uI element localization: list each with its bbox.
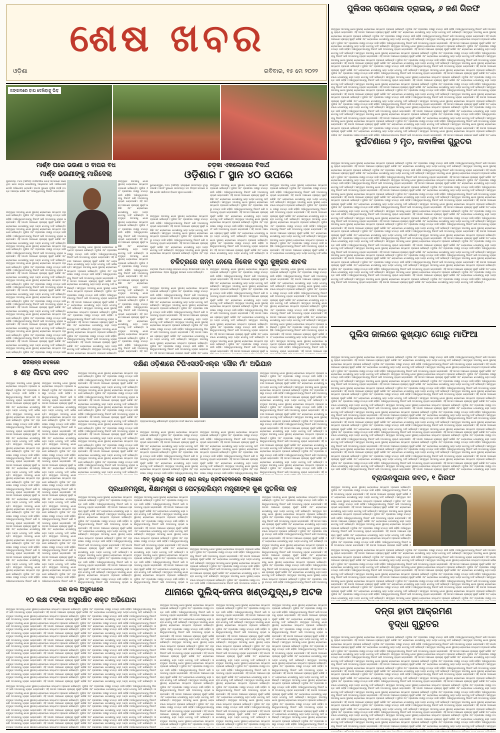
a4-body-text: ଗ୍ରାହକମାନଙ୍କୁ ସୌରଶକ୍ତି ବ୍ୟବହାର ପାଇଁ ସଚେତନ କରାଯାଉଛି। — [140, 420, 206, 423]
r5-sub: ବୃଦ୍ଧା ଗୁରୁତର — [388, 620, 439, 630]
a2-headline: ଚଡ଼କା ଏକଲେଖରେ ବିଦାର୍ଥ — [207, 162, 270, 169]
a7-headline: ୫ ଶହ ଲିଟର ଜବତ — [13, 368, 69, 377]
crowd-scene-2 — [113, 85, 220, 160]
a9-body-2: ସମ୍ପୃକ୍ତ ଘଟଣାକୁ ନେଇ ସ୍ଥାନୀୟ ଲୋକମାନେ ଉଦ୍‌ବେଗ ପ୍ରକାଶ କରିଛନ୍ତି। ପୁଲିସ ଏବଂ ପ୍ରଶାସନ ପକ୍ଷରୁ ତଦନ୍ତ ଜାରି ରହିଛି। ଅଭିଯୁକ୍ତମାନଙ୍କୁ ଗିରଫ କରି ଅଦାଲତକୁ ଚାଲାଣ କରାଯାଇଛି। ଏହି ଘଟଣା ଅଞ୍ଚଳରେ ଚାଞ୍ଚଲ୍ୟ ସୃଷ୍ଟି କରିଛି ଏବଂ ଲୋକମାନେ ଦୋଷୀଙ୍କୁ କଡ଼ା ଦଣ୍ଡ ଦେବାକୁ ଦାବି କରିଛନ୍ତି। ସମ୍ପୃକ୍ତ ଘଟଣାକୁ ନେଇ ସ୍ଥାନୀୟ ଲୋକମାନେ ଉଦ୍‌ବେଗ ପ୍ରକାଶ କରିଛନ୍ତି। ପୁଲିସ ଏବଂ ପ୍ରଶାସନ ପକ୍ଷରୁ ତଦନ୍ତ ଜାରି ରହିଛି। ଅଭିଯୁକ୍ତମାନଙ୍କୁ ଗିରଫ କରି ଅଦାଲତକୁ ଚାଲାଣ କରାଯାଇଛି। ଏହି ଘଟଣା ଅଞ୍ଚଳରେ ଚାଞ୍ଚଲ୍ୟ ସୃଷ୍ଟି କରିଛି ଏବଂ ଲୋକମାନେ ଦୋଷୀଙ୍କୁ କଡ଼ା ଦଣ୍ଡ ଦେବାକୁ ଦାବି କରିଛନ୍ତି। ସମ୍ପୃକ୍ତ ଘଟଣାକୁ ନେଇ ସ୍ଥାନୀୟ ଲୋକମାନେ ଉଦ୍‌ବେଗ ପ୍ରକାଶ କରିଛନ୍ତି। ପୁଲିସ ଏବଂ ପ୍ରଶାସନ ପକ୍ଷରୁ ତଦନ୍ତ ଜାରି ରହିଛି। ଅଭିଯୁକ୍ତମାନଙ୍କୁ ଗିରଫ କରି ଅଦାଲତକୁ ଚାଲାଣ କରାଯାଇଛି। ଏହି ଘଟଣା ଅଞ୍ଚଳରେ ଚାଞ୍ଚଲ୍ୟ ସୃଷ୍ଟି କରିଛି ଏବଂ ଲୋକମାନେ ଦୋଷୀଙ୍କୁ କଡ଼ା ଦଣ୍ଡ ଦେବାକୁ ଦାବି କରିଛନ୍ତି। ସମ୍ପୃକ୍ତ ଘଟଣାକୁ ନେଇ ସ୍ଥାନୀୟ ଲୋକମାନେ ଉଦ୍‌ବେଗ ପ୍ରକାଶ କରିଛନ୍ତି। ପୁଲିସ ଏବଂ ପ୍ରଶାସନ ପକ୍ଷରୁ ତଦନ୍ତ ଜାରି ରହିଛି। ଅଭିଯୁକ୍ତମାନଙ୍କୁ ଗିରଫ କରି ଅଦାଲତକୁ ଚାଲାଣ କରାଯାଇଛି। ଏହି ଘଟଣା ଅଞ୍ଚଳରେ ଚାଞ୍ଚଲ୍ୟ ସୃଷ୍ଟି କରିଛି ଏବଂ ଲୋକମାନେ ଦୋଷୀଙ୍କୁ କଡ଼ା ଦଣ୍ଡ ଦେବାକୁ ଦାବି କରିଛନ୍ତି। ସମ୍ପୃକ୍ତ ଘଟଣାକୁ ନେଇ ସ୍ଥାନୀୟ ଲୋକମାନେ ଉଦ୍‌ବେଗ ପ୍ରକାଶ କରିଛନ୍ତି। ପୁଲିସ ଏବଂ ପ୍ରଶାସନ ପକ୍ଷରୁ ତଦନ୍ତ ଜାରି ରହିଛି। ଅଭିଯୁକ୍ତମାନଙ୍କୁ ଗିରଫ କରି ଅଦାଲତକୁ ଚାଲାଣ କରାଯାଇଛି। ଏହି ଘଟଣା ଅଞ୍ଚଳରେ ଚାଞ୍ଚଲ୍ୟ ସୃଷ୍ଟି କରିଛି ଏବଂ ଲୋକମାନେ ଦୋଷୀଙ୍କୁ କଡ଼ା ଦଣ୍ଡ ଦେବାକୁ ଦାବି କରିଛନ୍ତି। ସମ୍ପୃକ୍ତ ଘଟଣାକୁ ନେଇ ସ୍ଥାନୀୟ ଲୋକମାନେ ଉଦ୍‌ବେଗ ପ୍ରକାଶ କରିଛନ୍ତି। ପୁଲିସ ଏବଂ ପ୍ରଶାସନ ପକ୍ଷରୁ ତଦନ୍ତ ଜାରି ରହିଛି। ଅଭିଯୁକ୍ତମାନଙ୍କୁ ଗିରଫ କରି ଅଦାଲତକୁ ଚାଲାଣ କରାଯାଇଛି। ଏହି ଘଟଣା ଅଞ୍ଚଳରେ ଚାଞ୍ଚଲ୍ୟ ସୃଷ୍ଟି କରିଛି ଏବଂ ଲୋକମାନେ ଦୋଷୀଙ୍କୁ କଡ଼ା ଦଣ୍ଡ ଦେବାକୁ ଦାବି କରିଛନ୍ତି। ସମ୍ପୃକ୍ତ ଘଟଣାକୁ ନେଇ ସ୍ଥାନୀୟ ଲୋକମାନେ ଉଦ୍‌ବେଗ ପ୍ରକାଶ କରିଛନ୍ତି। ପୁଲିସ ଏବଂ ପ୍ରଶାସନ ପକ୍ଷରୁ ତଦ — [216, 604, 270, 727]
a7-kicker: ଭିଜିଲାନ୍ସ କବଳରେ — [22, 360, 60, 366]
a4-headline: ଦକ୍ଷିଣ ଓଡ଼ିଶାରେ ଟିପିଏସଓଡିଏଲ୍‌ର 'ସୌର ମାଁ' ଅଭିଯାନ — [133, 360, 272, 368]
a4-body-2: ସମ୍ପୃକ୍ତ ଘଟଣାକୁ ନେଇ ସ୍ଥାନୀୟ ଲୋକମାନେ ଉଦ୍‌ବେଗ ପ୍ରକାଶ କରିଛନ୍ତି। ପୁଲିସ ଏବଂ ପ୍ରଶାସନ ପକ୍ଷରୁ ତଦନ୍ତ ଜାରି ରହିଛି। ଅଭିଯୁକ୍ତମାନଙ୍କୁ ଗିରଫ କରି ଅଦାଲତକୁ ଚାଲାଣ କରାଯାଇଛି। ଏହି ଘଟଣା ଅଞ୍ଚଳରେ ଚାଞ୍ଚଲ୍ୟ ସୃଷ୍ଟି କରିଛି ଏବଂ ଲୋକମାନେ ଦୋଷୀଙ୍କୁ କଡ଼ା ଦଣ୍ଡ ଦେବାକୁ ଦାବି କରିଛନ୍ତି। ସମ୍ପୃକ୍ତ ଘଟଣାକୁ ନେଇ ସ୍ଥାନୀୟ ଲୋକମାନେ ଉଦ୍‌ବେଗ ପ୍ରକାଶ କରିଛନ୍ତି। ପୁଲିସ ଏବଂ ପ୍ରଶାସନ ପକ୍ଷରୁ ତଦନ୍ତ ଜାରି ରହିଛି। ଅଭିଯୁକ୍ତମାନଙ୍କୁ ଗିରଫ କରି ଅଦାଲତକୁ ଚାଲାଣ କରାଯାଇଛି। ଏହି ଘଟଣା ଅଞ୍ଚଳରେ ଚାଞ୍ଚଲ୍ୟ ସୃଷ୍ଟି କରିଛି ଏବଂ ଲୋକମାନେ ଦୋଷୀଙ୍କୁ କଡ଼ା ଦଣ୍ଡ ଦେବାକୁ ଦାବି କରିଛନ୍ତି। ସମ୍ପୃକ୍ତ ଘଟଣାକୁ ନେଇ ସ୍ଥାନୀୟ ଲୋକମାନେ ଉଦ୍‌ବେଗ ପ୍ରକାଶ କରିଛନ୍ତି। ପୁଲିସ ଏବଂ ପ୍ରଶାସନ ପକ୍ଷରୁ ତଦନ୍ତ ଜାରି ରହିଛି। ଅଭିଯୁକ୍ତମାନଙ୍କୁ ଗିର — [140, 431, 198, 475]
masthead-title: ଶେଷ ଖବର — [69, 15, 266, 60]
a2-body-2: ସମ୍ପୃକ୍ତ ଘଟଣାକୁ ନେଇ ସ୍ଥାନୀୟ ଲୋକମାନେ ଉଦ୍‌ବେଗ ପ୍ରକାଶ କରିଛନ୍ତି। ପୁଲିସ ଏବଂ ପ୍ରଶାସନ ପକ୍ଷରୁ ତଦନ୍ତ ଜାରି ରହିଛି। ଅଭିଯୁକ୍ତମାନଙ୍କୁ ଗିରଫ କରି ଅଦାଲତକୁ ଚାଲାଣ କରାଯାଇଛି। ଏହି ଘଟଣା ଅଞ୍ଚଳରେ ଚାଞ୍ଚଲ୍ୟ ସୃଷ୍ଟି କରିଛି ଏବଂ ଲୋକମାନେ ଦୋଷୀଙ୍କୁ କଡ଼ା ଦଣ୍ଡ ଦେବାକୁ ଦାବି କରିଛନ୍ତି। ସମ୍ପୃକ୍ତ ଘଟଣାକୁ ନେଇ ସ୍ଥାନୀୟ ଲୋକମାନେ ଉଦ୍‌ବେଗ ପ୍ରକାଶ କରିଛନ୍ତି। ପୁଲିସ ଏବଂ ପ୍ରଶାସନ ପକ୍ଷରୁ ତଦନ୍ତ ଜାରି ରହିଛି। ଅଭିଯୁକ୍ତମାନଙ୍କୁ ଗିରଫ କରି ଅଦାଲତକୁ ଚାଲାଣ କରାଯାଇଛି। ଏହି ଘଟଣା ଅଞ୍ଚଳରେ ଚାଞ୍ଚଲ୍ୟ ସୃଷ୍ଟି କରିଛି ଏବଂ ଲୋକମାନେ ଦୋଷୀଙ୍କୁ କଡ଼ା ଦଣ୍ଡ ଦେବାକୁ ଦାବି କରିଛନ୍ତି। ସମ୍ପୃକ୍ତ ଘଟଣାକୁ ନେଇ ସ୍ଥାନୀୟ ଲୋକମାନେ ଉଦ୍‌ବେଗ ପ୍ରକାଶ କରିଛନ୍ତି। ପୁଲିସ ଏବଂ ପ୍ରଶାସନ ପକ୍ଷରୁ ତଦନ୍ତ ଜାରି ରହିଛି। ଅଭିଯୁକ୍ତମାନଙ୍କୁ ଗିରଫ କରି ଅଦାଲତକୁ ଚାଲାଣ କରାଯାଇଛି। ଏହି ଘଟଣା ଅଞ୍ଚଳରେ ଚାଞ୍ଚଲ୍ୟ ସୃଷ୍ଟି କରିଛି ଏବଂ ଲୋକମାନେ ଦୋଷୀଙ୍କୁ କଡ଼ା ଦଣ୍ଡ ଦେବାକୁ ଦାବି କରିଛନ୍ତି। ସମ୍ପୃକ୍ତ ଘଟଣାକୁ ନେଇ ସ୍ଥାନୀୟ ଲୋକମାନେ ଉଦ୍‌ବେଗ ପ୍ରକାଶ କରିଛନ୍ତି। ପୁଲିସ ଏବଂ ପ୍ରଶାସନ ପକ୍ଷରୁ ତଦନ୍ତ ଜାରି ରହିଛି। ଅଭିଯୁକ୍ତମାନଙ୍କୁ ଗିରଫ କରି ଅଦାଲତକୁ ଚାଲାଣ କରାଯାଇଛି। ଏହି ଘଟଣା ଅଞ୍ଚଳରେ ଚାଞ୍ଚଲ୍ୟ ସୃଷ୍ଟି କରିଛି ଏବଂ ଲୋକମାନେ ଦୋଷୀଙ୍କୁ କଡ଼ା ଦଣ୍ଡ ଦେବାକୁ ଦାବି କରିଛନ୍ତି। ସ — [210, 184, 268, 255]
r4-body-2: ସମ୍ପୃକ୍ତ ଘଟଣାକୁ ନେଇ ସ୍ଥାନୀୟ ଲୋକମାନେ ଉଦ୍‌ବେଗ ପ୍ରକାଶ କରିଛନ୍ତି। ପୁଲିସ ଏବଂ ପ୍ରଶାସନ ପକ୍ଷରୁ ତଦନ୍ତ ଜାରି ରହିଛି। ଅଭିଯୁକ୍ତମାନଙ୍କୁ ଗିରଫ କରି ଅଦାଲତକୁ ଚାଲାଣ କରାଯାଇଛି। ଏହି ଘଟଣା ଅଞ୍ଚଳରେ ଚାଞ୍ଚଲ୍ୟ ସୃଷ୍ଟି କରିଛି ଏବଂ ଲୋକମାନେ ଦୋଷୀଙ୍କୁ କଡ଼ା ଦଣ୍ଡ ଦେବାକୁ ଦାବି କରିଛନ୍ତି। ସମ୍ପୃକ୍ତ ଘଟଣାକୁ ନେଇ ସ୍ଥାନୀୟ ଲୋକମାନେ ଉଦ୍‌ବେଗ ପ୍ରକାଶ କରିଛନ୍ତି। ପୁଲିସ ଏବଂ ପ୍ରଶାସନ ପକ୍ଷରୁ ତଦନ୍ତ ଜାରି ରହିଛି। ଅଭିଯୁକ୍ତମାନଙ୍କୁ ଗିରଫ କରି ଅଦାଲତକୁ ଚାଲାଣ କରାଯାଇଛି। ଏହି ଘଟଣା ଅଞ୍ଚଳରେ ଚାଞ୍ଚଲ୍ୟ ସୃଷ୍ଟି କରିଛି ଏବଂ ଲୋକମାନେ ଦୋଷୀଙ୍କୁ କଡ଼ା ଦଣ୍ଡ ଦେବାକୁ ଦାବି କରିଛନ୍ତି। ସମ୍ପୃକ୍ତ ଘଟଣାକୁ ନେଇ ସ୍ଥାନୀୟ ଲୋକମାନେ ଉଦ୍‌ବେଗ ପ୍ରକାଶ କରିଛନ୍ତି। ପୁଲିସ ଏବଂ ପ୍ରଶାସନ ପକ୍ଷରୁ ତଦନ୍ତ ଜାରି ରହିଛି। ଅଭିଯୁକ୍ତମାନଙ୍କୁ ଗିରଫ କରି ଅଦାଲତକୁ ଚାଲାଣ କରାଯାଇଛି। ଏହି ଘଟଣା ଅଞ୍ଚଳରେ ଚାଞ୍ଚଲ୍ୟ ସୃଷ୍ଟି କରିଛି ଏବଂ ଲୋକମାନେ ଦୋଷୀଙ୍କୁ କଡ଼ା ଦଣ୍ଡ ଦେବାକୁ ଦାବି କରିଛନ୍ତି। ସମ୍ପୃକ୍ତ ଘଟଣାକୁ ନେଇ ସ୍ଥାନୀୟ ଲୋକମାନେ ଉଦ୍‌ବେଗ ପ୍ରକାଶ କରିଛନ୍ତି। ପୁଲିସ ଏବଂ ପ୍ରଶାସନ ପକ୍ଷରୁ ତଦନ୍ତ ଜାରି ରହିଛି। ଅଭିଯୁକ୍ତମାନଙ୍କୁ ଗିରଫ କରି ଅଦାଲତକୁ ଚାଲାଣ କରାଯାଇଛି। ଏହି ଘଟଣା ଅଞ୍ଚଳରେ ଚାଞ୍ଚଲ୍ୟ ସୃଷ୍ଟି କରିଛି ଏବଂ ଲୋକମାନେ ଦୋଷୀଙ୍କୁ କଡ଼ା ଦଣ୍ଡ ଦେବାକୁ ଦାବି କରିଛନ୍ତି। ସମ୍ପୃକ୍ତ ଘଟଣାକୁ ନେଇ ସ୍ଥାନୀୟ ଲୋକମାନେ ଉଦ୍‌ବେଗ ପ୍ରକାଶ କରିଛନ୍ତି। ପୁଲିସ ଏବଂ ପ୍ରଶାସନ ପକ୍ଷରୁ ତଦନ୍ତ ଜାରି ରହିଛି। ଅଭିଯୁକ୍ତମାନଙ୍କୁ ଗିରଫ କରି ଅଦାଲତକୁ ଚାଲାଣ କରାଯାଇଛି। ଏହି ଘଟଣା ଅଞ୍ଚଳରେ ଚାଞ୍ଚଲ୍ୟ ସୃଷ୍ଟି କରିଛି ଏବଂ ଲୋକମାନେ ଦୋଷୀଙ୍କୁ କଡ଼ା ଦଣ୍ଡ ଦେବାକୁ ଦାବି କରିଛନ୍ତି। ସମ୍ପୃକ୍ତ ଘଟଣାକୁ ନେଇ ସ୍ଥାନୀୟ ଲୋକମାନେ ଉଦ୍‌ବେଗ ପ୍ରକାଶ କରିଛନ୍ତି। ପୁଲିସ ଏବଂ ପ୍ରଶାସନ ପକ୍ଷରୁ ତଦନ୍ତ ଜାରି ରହିଛି। ଅଭିଯୁକ୍ତମାନଙ୍କୁ ଗିରଫ କରି ଅଦାଲତକୁ ଚାଲାଣ କରାଯାଇଛି। ଏହି ଘଟଣା ଅଞ୍ଚଳରେ ଚାଞ୍ଚଲ୍ୟ ସୃଷ୍ଟି କରିଛି ଏବଂ ଲୋକମାନେ ଦୋଷୀଙ୍କୁ କଡ଼ା ଦଣ୍ଡ ଦେବାକୁ ଦାବି କରିଛନ୍ତି। ସମ୍ପୃକ୍ତ ଘଟଣାକୁ ନେଇ ସ୍ଥାନୀୟ ଲୋକମାନେ ଉଦ୍‌ବେଗ ପ୍ରକାଶ କରିଛନ୍ତି। ପୁଲିସ ଏବଂ ପ୍ରଶାସନ ପକ୍ଷରୁ ତଦନ୍ତ ଜାରି ରହିଛି। ଅଭିଯୁକ୍ତମାନଙ୍କୁ ଗିରଫ କରି ଅଦାଲତକୁ ଚାଲାଣ କରାଯାଇଛି। ଏହି ଘଟଣା ଅଞ୍ଚଳରେ ଚାଞ୍ଚଲ୍ୟ ସୃଷ୍ଟି କରିଛି ଏବଂ ଲୋକମାନେ ଦୋଷୀଙ୍କୁ କଡ଼ା ଦଣ୍ଡ ଦେବାକୁ ଦାବି କରିଛନ୍ତି। ସମ୍ପୃକ୍ତ ଘଟଣାକୁ ନେଇ ସ୍ଥାନୀୟ ଲୋକମାନେ ଉଦ୍‌ବେଗ ପ୍ରକାଶ କରିଛନ୍ତି। ପୁଲିସ ଏବଂ ପ୍ରଶାସନ ପକ୍ଷରୁ ତଦନ୍ତ ଜାରି ରହିଛି। ଅଭିଯୁକ୍ତମାନଙ୍କୁ ଗିରଫ କରି ଅଦାଲତକୁ ଚାଲାଣ କରାଯାଇଛି। ଏହି ଘଟଣା ଅଞ୍ଚଳରେ ଚାଞ୍ଚଲ୍ୟ ସୃଷ୍ଟି କରିଛି ଏବଂ ଲୋକମାନେ ଦୋଷୀଙ୍କୁ କଡ଼ା ଦଣ୍ଡ ଦେବାକୁ ଦାବି କରିଛନ୍ତି। ସମ୍ପୃକ୍ତ ଘଟଣାକୁ ନେଇ ସ୍ଥାନୀୟ ଲୋକମାନେ ଉଦ୍‌ବେଗ ପ୍ରକାଶ କରିଛନ୍ତି। ପୁଲିସ ଏବଂ ପ୍ରଶାସନ ପକ୍ଷରୁ ତଦ — [331, 549, 496, 600]
officer-figure — [441, 494, 467, 546]
photo-caption: ଜଙ୍ଗଲରେ ବାଘ ଦେଖିବାକୁ ଭିଡ଼ — [10, 88, 59, 93]
r1-headline: ପୁଲିସର ସ୍ପେଶାଲ ଡ୍ରାଇଭ୍, ୬ ଜଣ ଗିରଫ — [347, 4, 480, 13]
a5-headline: ନିଚ୍ ଲୁଭାରୁ ଲିଚ୍ଚ ଗେଡ଼ି ଲାଗ ଲବ୍ଧି ପ୍ରତିବେଦନରେ ଦିଲ୍ଲୀରେ — [142, 477, 263, 483]
a8-kicker: ଘର ଭଲ ଅସୁବିଧାରେ — [58, 587, 104, 593]
a6-body-2: ସମ୍ପୃକ୍ତ ଘଟଣାକୁ ନେଇ ସ୍ଥାନୀୟ ଲୋକମାନେ ଉଦ୍‌ବେଗ ପ୍ରକାଶ କରିଛନ୍ତି। ପୁଲିସ ଏବଂ ପ୍ରଶାସନ ପକ୍ଷରୁ ତଦନ୍ତ ଜାରି ରହିଛି। ଅଭିଯୁକ୍ତମାନଙ୍କୁ ଗିରଫ କରି ଅଦାଲତକୁ ଚାଲାଣ କରାଯାଇଛି। ଏହି ଘଟଣା ଅଞ୍ଚଳରେ ଚାଞ୍ଚଲ୍ୟ ସୃଷ୍ଟି କରିଛି ଏବଂ ଲୋକମାନେ ଦୋଷୀଙ୍କୁ କଡ଼ା ଦଣ୍ଡ ଦେବାକୁ ଦାବି କରିଛନ୍ତି। ସମ୍ପୃକ୍ତ ଘଟଣାକୁ ନେଇ ସ୍ଥାନୀୟ ଲୋକମାନେ ଉଦ୍‌ବେଗ ପ୍ରକାଶ କରିଛନ୍ତି। ପୁଲିସ ଏବଂ ପ୍ରଶାସନ ପକ୍ଷରୁ ତଦନ୍ତ ଜାରି ରହିଛି। ଅଭିଯୁକ୍ତମାନଙ୍କୁ ଗିରଫ କରି ଅଦାଲତକୁ ଚାଲାଣ କରାଯାଇଛି। ଏହି ଘଟଣା ଅଞ୍ଚଳରେ ଚାଞ୍ଚଲ୍ୟ ସୃଷ୍ଟି କରିଛି ଏବଂ ଲୋକମାନେ ଦୋଷୀଙ୍କୁ କଡ଼ା ଦଣ୍ଡ ଦେବାକୁ ଦାବି କରିଛନ୍ତି। ସମ୍ପୃକ୍ତ ଘଟଣାକୁ ନେଇ ସ୍ଥାନୀୟ ଲୋକମାନେ ଉଦ୍‌ବେଗ ପ୍ରକାଶ କରିଛନ୍ତି। ପୁଲିସ ଏବଂ ପ୍ରଶାସନ ପକ୍ଷରୁ ତଦନ୍ତ ଜାରି ରହିଛି। ଅଭିଯୁକ୍ତମାନଙ୍କୁ ଗିରଫ କରି ଅଦାଲତକୁ ଚାଲାଣ କରାଯାଇଛି। ଏହି ଘଟଣା ଅଞ୍ଚଳରେ ଚାଞ୍ଚଲ୍ୟ ସୃଷ୍ଟି କରିଛି ଏବଂ ଲୋକମାନେ ଦୋଷୀଙ୍କୁ କଡ଼ା ଦଣ୍ଡ ଦେବାକୁ ଦାବି କରିଛନ୍ତି। ସମ୍ପୃକ୍ତ ଘଟଣାକୁ ନେଇ ସ୍ଥାନୀୟ ଲୋକମାନେ ଉଦ୍‌ବେଗ ପ୍ରକାଶ କରିଛନ୍ତି। ପୁଲିସ ଏବଂ ପ୍ରଶାସନ ପକ୍ଷରୁ ତଦନ୍ତ ଜାରି ରହିଛି। ଅଭିଯୁକ୍ତମାନଙ୍କୁ ଗିରଫ କରି ଅଦାଲତକୁ ଚାଲାଣ କରାଯାଇଛି। ଏହି ଘଟଣା ଅଞ୍ଚଳରେ ଚାଞ୍ଚଲ୍ୟ ସୃଷ୍ଟି କରିଛି ଏବଂ ଲୋକମାନେ ଦୋଷୀଙ୍କୁ କଡ଼ା ଦଣ୍ଡ ଦେବାକୁ ଦାବି କରିଛନ୍ତି। ସମ୍ପୃକ୍ତ ଘଟଣାକୁ ନେଇ ସ୍ଥାନୀୟ ଲୋକମାନେ ଉଦ୍‌ବେଗ ପ୍ରକାଶ କରିଛନ୍ତି। ପୁଲିସ ଏବଂ ପ୍ରଶାସନ ପକ୍ଷରୁ ତଦନ୍ତ ଜାରି ରହିଛି। ଅଭିଯୁକ୍ତମାନଙ୍କୁ ଗିରଫ କରି ଅଦାଲତକୁ ଚାଲାଣ କ — [134, 496, 188, 584]
a3-body: ଜଙ୍ଗଲ ବିଭାଗ ପକ୍ଷରୁ ଶାବକର ଯତ୍ନ ନିଆଯାଉଛି। ବନ ଅଧିକାରୀମାନେ ଏହାର ସ୍ୱାସ୍ଥ୍ୟ ଉପରେ ନଜର ରଖିଛନ୍ତି। — [150, 268, 208, 275]
officer-photo — [413, 486, 495, 546]
a7-body-2: ସମ୍ପୃକ୍ତ ଘଟଣାକୁ ନେଇ ସ୍ଥାନୀୟ ଲୋକମାନେ ଉଦ୍‌ବେଗ ପ୍ରକାଶ କରିଛନ୍ତି। ପୁଲିସ ଏବଂ ପ୍ରଶାସନ ପକ୍ଷରୁ ତଦନ୍ତ ଜାରି ରହିଛି। ଅଭିଯୁକ୍ତମାନଙ୍କୁ ଗିରଫ କରି ଅଦାଲତକୁ ଚାଲାଣ କରାଯାଇଛି। ଏହି ଘଟଣା ଅଞ୍ଚଳରେ ଚାଞ୍ଚଲ୍ୟ ସୃଷ୍ଟି କରିଛି ଏବଂ ଲୋକମାନେ ଦୋଷୀଙ୍କୁ କଡ଼ା ଦଣ୍ଡ ଦେବାକୁ ଦାବି କରିଛନ୍ତି। ସମ୍ପୃକ୍ତ ଘଟଣାକୁ ନେଇ ସ୍ଥାନୀୟ ଲୋକମାନେ ଉଦ୍‌ବେଗ ପ୍ରକାଶ କରିଛନ୍ତି। ପୁଲିସ ଏବଂ ପ୍ରଶାସନ ପକ୍ଷରୁ ତଦନ୍ତ ଜାରି ରହିଛି। ଅଭିଯୁକ୍ତମାନଙ୍କୁ ଗିରଫ କରି ଅଦାଲତକୁ ଚାଲାଣ କରାଯାଇଛି। ଏହି ଘଟଣା ଅଞ୍ଚଳରେ ଚାଞ୍ଚଲ୍ୟ ସୃଷ୍ଟି କରିଛି ଏବଂ ଲୋକମାନେ ଦୋଷୀଙ୍କୁ କଡ଼ା ଦଣ୍ଡ ଦେବାକୁ ଦାବି କରିଛନ୍ତି। ସମ୍ପୃକ୍ତ ଘଟଣାକୁ ନେଇ ସ୍ଥାନୀୟ ଲୋକମାନେ ଉଦ୍‌ବେଗ ପ୍ରକାଶ କରିଛନ୍ତି। ପୁଲିସ ଏବଂ ପ୍ରଶାସନ ପକ୍ଷରୁ ତଦନ୍ତ ଜାରି ରହିଛି। ଅଭିଯୁକ୍ତମାନଙ୍କୁ ଗିରଫ କରି ଅଦାଲତକୁ ଚାଲାଣ କରାଯାଇଛି। ଏହି ଘଟଣା ଅଞ୍ଚଳରେ ଚାଞ୍ଚଲ୍ୟ ସୃଷ୍ଟି କରିଛି ଏବଂ ଲୋକମାନେ ଦୋଷୀଙ୍କୁ କଡ଼ା ଦଣ୍ଡ ଦେବାକୁ ଦାବି କରିଛନ୍ତି। ସମ୍ପୃକ୍ତ ଘଟଣାକୁ ନେଇ ସ୍ଥାନୀୟ ଲୋକମାନେ ଉଦ୍‌ବେଗ ପ୍ରକାଶ କରିଛନ୍ତି। ପୁଲିସ ଏବଂ ପ୍ରଶାସନ ପକ୍ଷରୁ ତଦନ୍ତ ଜାରି ରହିଛି। ଅଭିଯୁକ୍ତମାନଙ୍କୁ ଗିରଫ କରି ଅଦାଲତକୁ ଚାଲାଣ କରାଯାଇଛି। ଏହି ଘଟଣା ଅଞ୍ଚଳରେ ଚାଞ୍ଚଲ୍ୟ ସୃଷ୍ଟି କରିଛି ଏବଂ ଲୋକମାନେ ଦୋଷୀଙ୍କୁ କଡ଼ା ଦଣ୍ଡ ଦେବାକୁ ଦାବି କରିଛନ୍ତି। ସମ୍ପୃକ୍ତ ଘଟଣାକୁ ନେଇ ସ୍ଥାନୀୟ ଲୋକମାନେ ଉଦ୍‌ବେଗ ପ୍ରକାଶ କରିଛନ୍ତି। ପୁଲିସ ଏବଂ ପ୍ରଶାସନ ପକ୍ଷରୁ ତଦନ୍ତ ଜାରି ରହିଛି। ଅଭିଯୁକ୍ତମାନଙ୍କୁ ଗିରଫ କରି ଅଦାଲତକୁ ଚାଲାଣ କରାଯାଇଛି। ଏହି ଘଟଣା ଅଞ୍ଚଳରେ ଚାଞ୍ଚଲ୍ୟ ସୃଷ୍ଟି କରିଛି ଏବଂ ଲୋକମାନେ ଦୋଷୀଙ୍କୁ କଡ଼ା ଦଣ୍ଡ ଦେବାକୁ ଦାବି କରିଛନ୍ତି। ସମ୍ପୃକ୍ତ ଘଟଣାକୁ ନେଇ ସ୍ଥାନୀୟ ଲୋକମାନେ ଉଦ୍‌ବେଗ ପ୍ରକାଶ କରିଛନ୍ତି। ପୁଲିସ ଏବଂ ପ୍ରଶାସନ ପକ୍ଷରୁ ତଦନ୍ତ ଜାରି ରହିଛି। ଅଭିଯୁକ୍ତମାନଙ୍କୁ ଗିରଫ କରି ଅଦାଲତକୁ ଚାଲାଣ କରାଯାଇଛି। ଏହି ଘଟଣା ଅଞ୍ଚଳରେ ଚାଞ୍ଚଲ୍ୟ ସୃଷ୍ଟି କରିଛି ଏବଂ ଲୋକମାନେ ଦୋଷୀଙ୍କୁ କଡ଼ା ଦଣ୍ଡ ଦେବାକୁ ଦାବି କରିଛନ୍ତି। ସମ୍ପୃକ୍ତ ଘଟଣାକୁ ନେଇ ସ୍ଥାନୀୟ ଲୋକମାନେ ଉଦ୍‌ବେଗ ପ୍ରକାଶ କରିଛନ୍ତି। ପୁଲିସ ଏବଂ ପ୍ରଶାସନ ପକ୍ଷରୁ ତଦନ୍ତ ଜାରି ରହିଛି। ଅଭିଯୁକ୍ତମାନଙ୍କୁ ଗିରଫ କରି ଅ — [42, 382, 76, 582]
a3-body-4: ସମ୍ପୃକ୍ତ ଘଟଣାକୁ ନେଇ ସ୍ଥାନୀୟ ଲୋକମାନେ ଉଦ୍‌ବେଗ ପ୍ରକାଶ କରିଛନ୍ତି। ପୁଲିସ ଏବଂ ପ୍ରଶାସନ ପକ୍ଷରୁ ତଦନ୍ତ ଜାରି ରହିଛି। ଅଭିଯୁକ୍ତମାନଙ୍କୁ ଗିରଫ କରି ଅଦାଲତକୁ ଚାଲାଣ କରାଯାଇଛି। ଏହି ଘଟଣା ଅଞ୍ଚଳରେ ଚାଞ୍ଚଲ୍ୟ ସୃଷ୍ଟି କରିଛି ଏବଂ ଲୋକମାନେ ଦୋଷୀଙ୍କୁ କଡ଼ା ଦଣ୍ଡ ଦେବାକୁ ଦାବି କରିଛନ୍ତି। ସମ୍ପୃକ୍ତ ଘଟଣାକୁ ନେଇ ସ୍ଥାନୀୟ ଲୋକମାନେ ଉଦ୍‌ବେଗ ପ୍ରକାଶ କରିଛନ୍ତି। ପୁଲିସ ଏବଂ ପ୍ରଶାସନ ପକ୍ଷରୁ ତଦନ୍ତ ଜାରି ରହିଛି। ଅଭିଯୁକ୍ତମାନଙ୍କୁ ଗିରଫ କରି ଅଦାଲତକୁ ଚାଲାଣ କରାଯାଇଛି। ଏହି ଘଟଣା ଅଞ୍ଚଳରେ ଚାଞ୍ଚଲ୍ୟ ସୃଷ୍ଟି କରିଛି ଏବଂ ଲୋକମାନେ ଦୋଷୀଙ୍କୁ କଡ଼ା ଦଣ୍ଡ ଦେବାକୁ ଦାବି କରିଛନ୍ତି। ସମ୍ପୃକ୍ତ ଘଟଣାକୁ ନେଇ ସ୍ଥାନୀୟ ଲୋକମାନେ ଉଦ୍‌ବେଗ ପ୍ରକାଶ କରିଛନ୍ତି। ପୁଲିସ ଏବଂ ପ୍ରଶାସନ ପକ୍ଷରୁ ତଦନ୍ତ ଜାରି ରହିଛି। ଅଭିଯୁକ୍ତମାନଙ୍କୁ ଗିରଫ କରି ଅଦାଲତକୁ ଚାଲାଣ କରାଯାଇଛି। ଏହି ଘଟଣା ଅଞ୍ଚଳରେ ଚାଞ୍ଚଲ୍ୟ ସୃଷ୍ଟି କରିଛି ଏବଂ ଲୋକମାନେ ଦୋଷୀଙ୍କୁ କଡ଼ା ଦଣ୍ଡ ଦେବାକୁ ଦାବି କରିଛନ୍ତି। ସମ୍ପୃକ୍ତ ଘଟଣାକୁ ନେଇ ସ୍ଥାନୀୟ ଲୋକମାନେ ଉଦ୍‌ବେଗ ପ୍ରକାଶ କରିଛନ୍ତି। ପୁଲିସ ଏବଂ ପ୍ରଶାସନ ପକ୍ଷରୁ ତଦନ୍ତ ଜାରି ରହିଛି। ଅଭିଯୁକ୍ତମାନଙ୍କୁ ଗିରଫ କରି ଅଦାଲତକୁ ଚାଲାଣ କରାଯାଇଛି। ଏହି ଘଟଣା ଅଞ୍ଚଳରେ ଚାଞ୍ଚଲ୍ୟ ସୃଷ୍ଟି କରିଛି ଏବଂ ଲୋକମାନେ ଦୋଷୀଙ୍କୁ କଡ଼ା ଦଣ୍ଡ ଦେବାକୁ ଦାବି କରିଛନ୍ତି। ସମ୍ପୃକ୍ତ ଘଟଣାକୁ ନେଇ ସ୍ଥାନୀୟ ଲୋକମାନେ ଉଦ୍‌ବେଗ ପ୍ରକାଶ କରିଛନ୍ତି। ପୁଲିସ ଏବଂ ପ୍ରଶାସନ ପକ୍ଷରୁ ତଦନ୍ତ ଜାରି ରହିଛି। ଅଭିଯୁକ୍ତମାନଙ୍କୁ ଗିରଫ କରି ଅଦାଲତକୁ ଚାଲାଣ କରାଯାଇଛି। ଏହି ଘଟଣା ଅଞ୍ଚଳରେ ଚାଞ୍ଚ — [270, 268, 327, 353]
r2-body: ସମ୍ପୃକ୍ତ ଘଟଣାକୁ ନେଇ ସ୍ଥାନୀୟ ଲୋକମାନେ ଉଦ୍‌ବେଗ ପ୍ରକାଶ କରିଛନ୍ତି। ପୁଲିସ ଏବଂ ପ୍ରଶାସନ ପକ୍ଷରୁ ତଦନ୍ତ ଜାରି ରହିଛି। ଅଭିଯୁକ୍ତମାନଙ୍କୁ ଗିରଫ କରି ଅଦାଲତକୁ ଚାଲାଣ କରାଯାଇଛି। ଏହି ଘଟଣା ଅଞ୍ଚଳରେ ଚାଞ୍ଚଲ୍ୟ ସୃଷ୍ଟି କରିଛି ଏବଂ ଲୋକମାନେ ଦୋଷୀଙ୍କୁ କଡ଼ା ଦଣ୍ଡ ଦେବାକୁ ଦାବି କରିଛନ୍ତି। ସମ୍ପୃକ୍ତ ଘଟଣାକୁ ନେଇ ସ୍ଥାନୀୟ ଲୋକମାନେ ଉଦ୍‌ବେଗ ପ୍ରକାଶ କରିଛନ୍ତି। ପୁଲିସ ଏବଂ ପ୍ରଶାସନ ପକ୍ଷରୁ ତଦନ୍ତ ଜାରି ରହିଛି। ଅଭିଯୁକ୍ତମାନଙ୍କୁ ଗିରଫ କରି ଅଦାଲତକୁ ଚାଲାଣ କରାଯାଇଛି। ଏହି ଘଟଣା ଅଞ୍ଚଳରେ ଚାଞ୍ଚଲ୍ୟ ସୃଷ୍ଟି କରିଛି ଏବଂ ଲୋକମାନେ ଦୋଷୀଙ୍କୁ କଡ଼ା ଦଣ୍ଡ ଦେବାକୁ ଦାବି କରିଛନ୍ତି। ସମ୍ପୃକ୍ତ ଘଟଣାକୁ ନେଇ ସ୍ଥାନୀୟ ଲୋକମାନେ ଉଦ୍‌ବେଗ ପ୍ରକାଶ କରିଛନ୍ତି। ପୁଲିସ ଏବଂ ପ୍ରଶାସନ ପକ୍ଷରୁ ତଦନ୍ତ ଜାରି ରହିଛି। ଅଭିଯୁକ୍ତମାନଙ୍କୁ ଗିରଫ କରି ଅଦାଲତକୁ ଚାଲାଣ କରାଯାଇଛି। ଏହି ଘଟଣା ଅଞ୍ଚଳରେ ଚାଞ୍ଚଲ୍ୟ ସୃଷ୍ଟି କରିଛି ଏବଂ ଲୋକମାନେ ଦୋଷୀଙ୍କୁ କଡ଼ା ଦଣ୍ଡ ଦେବାକୁ ଦାବି କରିଛନ୍ତି। ସମ୍ପୃକ୍ତ ଘଟଣାକୁ ନେଇ ସ୍ଥାନୀୟ ଲୋକମାନେ ଉଦ୍‌ବେଗ ପ୍ରକାଶ କରିଛନ୍ତି। ପୁଲିସ ଏବଂ ପ୍ରଶାସନ ପକ୍ଷରୁ ତଦନ୍ତ ଜାରି ରହିଛି। ଅଭିଯୁକ୍ତମାନଙ୍କୁ ଗିରଫ କରି ଅଦାଲତକୁ ଚାଲାଣ କରାଯାଇଛି। ଏହି ଘଟଣା ଅଞ୍ଚଳରେ ଚାଞ୍ଚଲ୍ୟ ସୃଷ୍ଟି କରିଛି ଏବଂ ଲୋକମାନେ ଦୋଷୀଙ୍କୁ କଡ଼ା ଦଣ୍ଡ ଦେବାକୁ ଦାବି କରିଛନ୍ତି। ସମ୍ପୃକ୍ତ ଘଟଣାକୁ ନେଇ ସ୍ଥାନୀୟ ଲୋକମାନେ ଉଦ୍‌ବେଗ ପ୍ରକାଶ କରିଛନ୍ତି। ପୁଲିସ ଏବଂ ପ୍ରଶାସନ ପକ୍ଷରୁ ତଦନ୍ତ ଜାରି ରହିଛି। ଅଭିଯୁକ୍ତମାନଙ୍କୁ ଗିରଫ କରି ଅଦାଲତକୁ ଚାଲାଣ କରାଯାଇଛି। ଏହି ଘଟଣା ଅଞ୍ଚଳରେ ଚାଞ୍ଚଲ୍ୟ ସୃଷ୍ଟି କରିଛି ଏବଂ ଲୋକମାନେ ଦୋଷୀଙ୍କୁ କଡ଼ା ଦଣ୍ଡ ଦେବାକୁ ଦାବି କରିଛନ୍ତି। ସମ୍ପୃକ୍ତ ଘଟଣାକୁ ନେଇ ସ୍ଥାନୀୟ ଲୋକମାନେ ଉଦ୍‌ବେଗ ପ୍ରକାଶ କରିଛନ୍ତି। ପୁଲିସ ଏବଂ ପ୍ରଶାସନ ପକ୍ଷରୁ ତଦନ୍ତ ଜାରି ରହିଛି। ଅଭିଯୁକ୍ତମାନଙ୍କୁ ଗିରଫ କରି ଅଦାଲତକୁ ଚାଲାଣ କରାଯାଇଛି। ଏହି ଘଟଣା ଅଞ୍ଚଳରେ ଚାଞ୍ଚଲ୍ୟ ସୃଷ୍ଟି କରିଛି ଏବଂ ଲୋକମାନେ ଦୋଷୀଙ୍କୁ କଡ଼ା ଦଣ୍ଡ ଦେବାକୁ ଦାବି କରିଛନ୍ତି। ସମ୍ପୃକ୍ତ ଘଟଣାକୁ ନେଇ ସ୍ଥାନୀୟ ଲୋକମାନେ ଉଦ୍‌ବେଗ ପ୍ରକାଶ କରିଛନ୍ତି। ପୁଲିସ ଏବଂ ପ୍ରଶାସନ ପକ୍ଷରୁ ତଦନ୍ତ ଜାରି ରହିଛି। ଅଭିଯୁକ୍ତମାନଙ୍କୁ ଗିରଫ କରି ଅଦାଲତକୁ ଚାଲାଣ କରାଯାଇଛି। ଏହି ଘଟଣା ଅଞ୍ଚଳରେ ଚାଞ୍ଚଲ୍ୟ ସୃଷ୍ଟି କରିଛି ଏବଂ ଲୋକମାନେ ଦୋଷୀଙ୍କୁ କଡ଼ା ଦଣ୍ଡ ଦେବାକୁ ଦାବି କରିଛନ୍ତି। ସମ୍ପୃକ୍ତ ଘଟଣାକୁ ନେଇ ସ୍ଥାନୀୟ ଲୋକମାନେ ଉଦ୍‌ବେଗ ପ୍ରକାଶ କରିଛନ୍ତି। ପୁଲିସ ଏବଂ ପ୍ରଶାସନ ପକ୍ଷରୁ ତଦନ୍ତ ଜାରି ରହିଛି। ଅଭିଯୁକ୍ତମାନଙ୍କୁ ଗିରଫ କରି ଅଦାଲତକୁ ଚାଲାଣ କରାଯାଇଛି। ଏହି ଘଟଣା ଅଞ୍ଚଳରେ ଚାଞ୍ଚଲ୍ୟ ସୃଷ୍ଟି କରିଛି ଏବଂ ଲୋକମାନେ ଦୋଷୀଙ୍କୁ କଡ଼ା ଦଣ୍ଡ ଦେବାକୁ ଦାବି କରିଛନ୍ତି। ସମ୍ପୃକ୍ତ ଘଟଣାକୁ ନେଇ ସ୍ଥାନୀୟ ଲୋକମାନେ ଉଦ୍‌ବେଗ ପ୍ରକାଶ କରିଛନ୍ତି। ପୁଲିସ ଏବଂ ପ୍ରଶାସନ ପକ୍ଷରୁ ତଦନ୍ତ ଜାରି ରହିଛି। ଅଭିଯୁକ୍ତମାନଙ୍କୁ ଗିରଫ କରି ଅଦାଲତକୁ ଚାଲାଣ କରାଯାଇଛି। ଏହି ଘଟଣା ଅଞ୍ଚଳରେ ଚାଞ୍ଚଲ୍ୟ ସୃଷ୍ଟି କରିଛି ଏବଂ ଲୋକମାନେ ଦୋଷୀଙ୍କୁ କଡ଼ା ଦଣ୍ଡ ଦେବାକୁ ଦାବି କରିଛନ୍ତି। ସମ୍ପୃକ୍ତ ଘଟଣାକୁ ନେଇ ସ୍ଥାନୀୟ ଲୋକମାନେ ଉଦ୍‌ବେଗ ପ୍ରକାଶ କରିଛନ୍ତି। ପୁଲିସ ଏବଂ ପ୍ରଶାସନ ପକ୍ଷରୁ ତଦନ୍ତ ଜାରି ରହିଛି। ଅଭିଯୁକ୍ତମାନଙ୍କୁ ଗିରଫ କରି ଅଦାଲତକୁ ଚାଲାଣ କରାଯାଇଛି। ଏହି ଘଟଣା ଅଞ୍ଚଳରେ ଚାଞ୍ଚଲ୍ୟ ସୃଷ୍ଟି କରିଛି ଏବଂ ଲୋକମାନେ ଦୋଷୀଙ୍କୁ କଡ଼ା ଦଣ୍ଡ ଦେବାକୁ ଦାବି କରିଛନ୍ତି। ସମ୍ପୃକ୍ତ ଘଟଣାକୁ ନେଇ ସ୍ଥାନୀୟ ଲୋକମାନେ ଉଦ୍‌ବେଗ ପ୍ରକାଶ କରିଛନ୍ତି। ପୁଲିସ ଏବଂ ପ୍ରଶାସନ ପକ୍ଷରୁ ତଦନ୍ତ ଜାରି ରହିଛି। ଅଭିଯୁକ୍ତମାନଙ୍କୁ ଗିରଫ କରି ଅଦାଲତକୁ ଚାଲାଣ କରାଯାଇଛି। ଏହି ଘଟଣା ଅଞ୍ଚଳରେ ଚାଞ୍ଚଲ୍ୟ ସୃଷ୍ଟି କରିଛି ଏବଂ ଲୋକମାନେ ଦୋଷୀଙ୍କୁ କଡ଼ା ଦଣ୍ଡ ଦେବାକୁ ଦାବି କରିଛନ୍ତି। ସମ୍ପୃକ୍ତ ଘଟଣାକୁ ନେଇ ସ୍ଥାନୀୟ ଲୋକମାନେ ଉଦ୍‌ବେଗ ପ୍ରକାଶ କରିଛନ୍ତି। ପୁଲିସ ଏବଂ ପ୍ରଶାସନ ପକ୍ଷରୁ ତଦନ୍ତ ଜାରି ରହିଛି। ଅଭିଯୁକ୍ତମାନଙ୍କୁ ଗିରଫ କରି ଅଦାଲତକୁ ଚାଲାଣ କରାଯାଇଛି। ଏହି ଘଟଣା ଅଞ୍ଚଳରେ ଚାଞ୍ଚଲ୍ୟ ସୃଷ୍ଟି କରିଛି ଏବଂ ଲୋକମାନେ ଦୋଷୀଙ୍କୁ କଡ଼ା ଦଣ୍ଡ ଦେବାକୁ ଦାବି କରିଛନ୍ତି। ସମ୍ପୃକ୍ତ ଘଟଣାକୁ ନେଇ ସ୍ଥାନୀୟ ଲୋକମାନେ ଉଦ୍‌ବେଗ ପ୍ରକାଶ କରିଛନ୍ତି। ପୁଲିସ ଏବଂ ପ୍ରଶାସନ ପକ୍ଷରୁ ତଦନ୍ତ ଜାରି ରହିଛି। ଅଭିଯୁକ୍ତମାନଙ୍କୁ ଗିରଫ କରି ଅଦାଲତକୁ ଚାଲାଣ କରାଯାଇଛି। ଏହି ଘଟଣା ଅଞ୍ଚଳରେ ଚାଞ୍ଚଲ୍ୟ ସୃଷ୍ଟି କରିଛି ଏବଂ ଲୋକମାନେ ଦୋଷୀଙ୍କୁ କଡ଼ା ଦଣ୍ଡ ଦେବାକୁ ଦାବି କରିଛନ୍ତି। ସମ୍ପୃକ୍ତ ଘଟଣାକୁ ନେଇ ସ୍ଥାନୀୟ ଲୋକମାନେ ଉଦ୍‌ବେଗ ପ୍ରକାଶ କରିଛନ୍ତି। ପୁଲିସ ଏବଂ ପ୍ରଶାସନ ପକ୍ଷରୁ ତଦନ୍ତ ଜାରି ରହିଛି। ଅଭିଯୁକ୍ତମାନଙ୍କୁ ଗିରଫ କରି ଅଦାଲତକୁ ଚାଲାଣ କରାଯାଇଛି। ଏହି ଘଟଣା ଅଞ୍ଚଳରେ ଚାଞ୍ଚଲ୍ୟ ସୃଷ୍ଟି କରିଛି ଏବଂ ଲୋକମାନେ ଦୋଷୀଙ୍କୁ କଡ଼ା ଦଣ୍ଡ ଦେବାକୁ ଦାବି କରିଛନ୍ତି। ସମ୍ପୃକ୍ତ ଘଟଣାକୁ ନେଇ ସ୍ଥାନୀୟ ଲୋକମାନେ ଉଦ୍‌ବେଗ ପ୍ରକାଶ କରିଛନ୍ତି। ପୁଲିସ ଏବଂ ପ୍ରଶାସନ ପକ୍ଷରୁ ତଦନ୍ତ ଜାରି ରହିଛି। ଅଭିଯୁକ୍ତମାନଙ୍କୁ ଗିରଫ କରି ଅଦାଲତକୁ ଚାଲାଣ କରାଯାଇଛି। ଏହି ଘଟଣା ଅଞ୍ଚଳରେ ଚାଞ୍ଚଲ୍ୟ ସୃଷ୍ଟି କରିଛି ଏବଂ ଲୋକମାନେ ଦୋଷୀଙ୍କୁ କଡ଼ା ଦଣ୍ଡ ଦେବାକୁ ଦାବି କରିଛନ୍ତି। ସମ୍ପୃକ୍ତ ଘଟଣାକୁ ନେଇ ସ୍ଥାନୀୟ ଲୋକମାନେ ଉଦ୍‌ବେଗ ପ୍ରକାଶ କରିଛନ୍ତି। ପୁଲିସ ଏବଂ ପ୍ରଶାସନ ପକ୍ଷରୁ ତଦନ୍ତ ଜାରି ରହିଛି। ଅଭିଯୁକ୍ତମାନଙ୍କୁ ଗିରଫ କରି ଅଦାଲତକୁ ଚାଲାଣ କରାଯାଇଛି। ଏହି ଘଟଣା ଅଞ୍ଚଳରେ ଚାଞ୍ଚଲ୍ୟ ସୃଷ୍ଟି କରିଛି ଏବଂ ଲୋକମାନେ ଦୋଷୀଙ୍କୁ କଡ଼ା ଦଣ୍ଡ ଦେବାକୁ ଦାବି କରିଛନ୍ତି। ସମ୍ପୃକ୍ତ ଘଟଣାକୁ ନେଇ ସ୍ଥାନୀୟ ଲୋକମାନେ ଉଦ୍‌ବେଗ ପ୍ରକାଶ କରିଛନ୍ତି। ପୁଲିସ ଏବଂ ପ୍ରଶାସନ ପକ୍ଷରୁ ତଦନ୍ତ ଜାରି ରହିଛି। ଅଭିଯୁକ୍ତମାନଙ୍କୁ ଗିରଫ କରି ଅଦାଲତକୁ ଚାଲାଣ କରାଯାଇଛି। ଏହି ଘଟଣା ଅଞ୍ଚଳରେ ଚାଞ୍ଚଲ୍ୟ ସୃଷ୍ଟି କରିଛି ଏବଂ ଲୋକମାନେ ଦୋଷୀଙ୍କୁ କଡ଼ା ଦଣ୍ଡ ଦେବାକୁ ଦାବି କରିଛନ୍ତି। ସମ୍ପୃକ୍ତ ଘଟଣାକୁ ନେଇ ସ୍ଥାନୀୟ ଲୋକମାନେ ଉଦ୍‌ବେଗ ପ୍ରକାଶ କରିଛନ୍ତି। ପୁଲିସ ଏବଂ ପ୍ରଶାସନ ପକ୍ଷରୁ ତଦନ୍ତ ଜାରି ରହିଛି। ଅଭିଯୁକ୍ତମାନଙ୍କୁ ଗିରଫ କରି ଅଦାଲତକୁ ଚାଲାଣ କରାଯାଇଛି। ଏହି ଘଟଣା ଅଞ୍ଚଳରେ ଚାଞ୍ଚଲ୍ୟ ସୃଷ୍ଟି କରିଛି ଏବଂ ଲୋକମାନେ ଦୋଷୀଙ୍କୁ କଡ଼ା ଦଣ୍ଡ ଦେବାକୁ ଦାବି କରିଛନ୍ତି। ସମ୍ପୃକ୍ତ ଘଟଣାକୁ ନେଇ ସ୍ଥାନୀୟ ଲୋକମାନେ ଉଦ୍‌ବେଗ ପ୍ରକାଶ କରିଛନ୍ତି। ପୁଲିସ ଏବଂ ପ୍ରଶାସନ ପକ୍ଷରୁ ତଦନ୍ତ ଜାରି ରହିଛି। ଅଭିଯୁକ୍ତମାନଙ୍କୁ ଗିରଫ କରି ଅଦାଲତକୁ ଚାଲାଣ କରାଯାଇଛି। ଏହି ଘଟଣା ଅଞ୍ଚଳରେ ଚାଞ୍ଚଲ୍ୟ ସୃଷ୍ଟି କରିଛି ଏବଂ ଲୋକମାନେ ଦୋଷୀଙ୍କୁ କଡ଼ା ଦଣ୍ଡ ଦେବାକୁ ଦାବି କରିଛନ୍ତି। ସମ୍ପୃକ୍ତ ଘଟଣାକୁ ନେଇ ସ୍ଥାନୀୟ ଲୋକମାନେ ଉଦ୍‌ବେଗ ପ୍ରକାଶ କରିଛନ୍ତି। ପୁଲିସ ଏବଂ ପ୍ରଶାସନ ପକ୍ଷରୁ ତଦନ୍ତ ଜାରି ରହିଛି। ଅଭିଯୁକ୍ତମାନଙ୍କୁ ଗିରଫ କରି ଅଦାଲତକୁ ଚାଲାଣ କରାଯାଇଛି। ଏହି ଘଟଣା ଅଞ୍ଚଳରେ ଚାଞ୍ଚଲ୍ୟ ସୃଷ୍ଟି କରିଛି ଏବଂ ଲୋକମାନେ ଦୋଷୀଙ୍କୁ କଡ଼ା ଦଣ୍ଡ ଦେବାକୁ ଦାବି କରିଛନ୍ତି। — [331, 162, 496, 285]
a1-dateline: ସୁନ୍ଦରଗଡ଼, ୧୪ା୫ (ସମିସ): ପାରିବାରିକ କଳହ ଘଟଣାରେ ଘରେ ଥିବା ଭାଇ ତାଙ୍କ ଭଉଣୀଙ୍କୁ ଆକ୍ରମଣ କରି ମାରିଦେଇଛି ବୋଲି ଅଭିଯୋଗ ହୋଇଛି। ଘଟଣା ସ୍ଥଳରେ ପୁଲିସ ପହଞ୍ଚି ତଦନ୍ତ ଆରମ୍ଭ କରିଛି ଏବଂ ଅଭିଯୁକ୍ତଙ୍କୁ ଗିରଫ କରାଯାଇଛି। — [6, 180, 66, 194]
r2-headline: ଦୁର୍ଘଟଣାରେ ୨ ମୃତ, ନାବାଳିକା ଗୁରୁତର — [355, 137, 472, 146]
a9-body-3: ସମ୍ପୃକ୍ତ ଘଟଣାକୁ ନେଇ ସ୍ଥାନୀୟ ଲୋକମାନେ ଉଦ୍‌ବେଗ ପ୍ରକାଶ କରିଛନ୍ତି। ପୁଲିସ ଏବଂ ପ୍ରଶାସନ ପକ୍ଷରୁ ତଦନ୍ତ ଜାରି ରହିଛି। ଅଭିଯୁକ୍ତମାନଙ୍କୁ ଗିରଫ କରି ଅଦାଲତକୁ ଚାଲାଣ କରାଯାଇଛି। ଏହି ଘଟଣା ଅଞ୍ଚଳରେ ଚାଞ୍ଚଲ୍ୟ ସୃଷ୍ଟି କରିଛି ଏବଂ ଲୋକମାନେ ଦୋଷୀଙ୍କୁ କଡ଼ା ଦଣ୍ଡ ଦେବାକୁ ଦାବି କରିଛନ୍ତି। ସମ୍ପୃକ୍ତ ଘଟଣାକୁ ନେଇ ସ୍ଥାନୀୟ ଲୋକମାନେ ଉଦ୍‌ବେଗ ପ୍ରକାଶ କରିଛନ୍ତି। ପୁଲିସ ଏବଂ ପ୍ରଶାସନ ପକ୍ଷରୁ ତଦନ୍ତ ଜାରି ରହିଛି। ଅଭିଯୁକ୍ତମାନଙ୍କୁ ଗିରଫ କରି ଅଦାଲତକୁ ଚାଲାଣ କରାଯାଇଛି। ଏହି ଘଟଣା ଅଞ୍ଚଳରେ ଚାଞ୍ଚଲ୍ୟ ସୃଷ୍ଟି କରିଛି ଏବଂ ଲୋକମାନେ ଦୋଷୀଙ୍କୁ କଡ଼ା ଦଣ୍ଡ ଦେବାକୁ ଦାବି କରିଛନ୍ତି। ସମ୍ପୃକ୍ତ ଘଟଣାକୁ ନେଇ ସ୍ଥାନୀୟ ଲୋକମାନେ ଉଦ୍‌ବେଗ ପ୍ରକାଶ କରିଛନ୍ତି। ପୁଲିସ ଏବଂ ପ୍ରଶାସନ ପକ୍ଷରୁ ତଦନ୍ତ ଜାରି ରହିଛି। ଅଭିଯୁକ୍ତମାନଙ୍କୁ ଗିରଫ କରି ଅଦାଲତକୁ ଚାଲାଣ କରାଯାଇଛି। ଏହି ଘଟଣା ଅଞ୍ଚଳରେ ଚାଞ୍ଚଲ୍ୟ ସୃଷ୍ଟି କରିଛି ଏବଂ ଲୋକମାନେ ଦୋଷୀଙ୍କୁ କଡ଼ା ଦଣ୍ଡ ଦେବାକୁ ଦାବି କରିଛନ୍ତି। ସମ୍ପୃକ୍ତ ଘଟଣାକୁ ନେଇ ସ୍ଥାନୀୟ ଲୋକମାନେ ଉଦ୍‌ବେଗ ପ୍ରକାଶ କରିଛନ୍ତି। ପୁଲିସ ଏବଂ ପ୍ରଶାସନ ପକ୍ଷରୁ ତଦନ୍ତ ଜାରି ରହିଛି। ଅଭିଯୁକ୍ତମାନଙ୍କୁ ଗିରଫ କରି ଅଦାଲତକୁ ଚାଲାଣ କରାଯାଇଛି। ଏହି ଘଟଣା ଅଞ୍ଚଳରେ ଚାଞ୍ଚଲ୍ୟ ସୃଷ୍ଟି କରିଛି ଏବଂ ଲୋକମାନେ ଦୋଷୀଙ୍କୁ କଡ଼ା ଦଣ୍ଡ ଦେବାକୁ ଦାବି କରିଛନ୍ତି। ସମ୍ପୃକ୍ତ ଘଟଣାକୁ ନେଇ ସ୍ଥାନୀୟ ଲୋକମାନେ ଉଦ୍‌ବେଗ ପ୍ରକାଶ କରିଛନ୍ତି। ପୁଲିସ ଏବଂ ପ୍ରଶାସନ ପକ୍ଷରୁ ତଦନ୍ତ ଜାରି ରହିଛି। ଅଭିଯୁକ୍ତମାନଙ୍କୁ ଗିରଫ କରି ଅଦାଲତକୁ ଚାଲାଣ କରାଯାଇଛି। ଏହି ଘଟଣା ଅଞ୍ଚଳରେ ଚାଞ୍ଚଲ୍ୟ ସୃଷ୍ଟି କରିଛି ଏବଂ ଲୋକମାନେ ଦୋଷୀଙ୍କୁ କଡ଼ା ଦଣ୍ଡ ଦେବାକୁ ଦାବି କରିଛନ୍ତି। ସମ୍ପୃକ୍ତ ଘଟଣାକୁ ନେଇ ସ୍ଥାନୀୟ ଲୋକମାନେ ଉଦ୍‌ବେଗ ପ୍ରକାଶ କରିଛନ୍ତି। ପୁଲିସ ଏବଂ ପ୍ରଶାସନ ପକ୍ଷରୁ ତଦନ୍ତ ଜାରି ରହିଛି। ଅଭିଯୁକ୍ତମାନଙ୍କୁ ଗିରଫ କରି ଅଦାଲତକୁ ଚାଲାଣ କରାଯାଇଛି। ଏହି ଘଟଣା ଅଞ୍ଚଳରେ ଚାଞ୍ଚଲ୍ୟ ସୃଷ୍ଟି କରିଛି ଏବଂ ଲୋକମାନେ ଦୋଷୀଙ୍କୁ କଡ଼ା ଦଣ୍ଡ ଦେବାକୁ ଦାବି କରିଛନ୍ତି। ସମ୍ପୃକ୍ତ ଘଟଣାକୁ ନେଇ ସ୍ଥାନୀୟ ଲୋକମାନେ ଉଦ୍‌ବେଗ ପ୍ରକାଶ କରିଛନ୍ତି। ପୁଲିସ ଏବଂ ପ୍ରଶାସନ ପକ୍ଷରୁ ତଦନ୍ତ ଜାରି ରହିଛି। ଅଭିଯୁକ୍ତମାନଙ୍କୁ ଗିରଫ କ — [272, 604, 327, 727]
a4-body: ସମ୍ପୃକ୍ତ ଘଟଣାକୁ ନେଇ ସ୍ଥାନୀୟ ଲୋକମାନେ ଉଦ୍‌ବେଗ ପ୍ରକାଶ କରିଛନ୍ତି। ପୁଲିସ ଏବଂ ପ୍ରଶାସନ ପକ୍ଷରୁ ତଦନ୍ତ ଜାରି ରହିଛି। ଅଭିଯୁକ୍ତମାନଙ୍କୁ ଗିରଫ କରି ଅଦାଲତକୁ ଚାଲାଣ କରାଯାଇଛି। ଏହି ଘଟଣା ଅଞ୍ଚଳରେ ଚାଞ୍ଚଲ୍ୟ ସୃଷ୍ଟି କରିଛି ଏବଂ ଲୋକମାନେ ଦୋଷୀଙ୍କୁ କଡ଼ା ଦଣ୍ଡ ଦେବାକୁ ଦାବି କରିଛନ୍ତି। ସମ୍ପୃକ୍ତ ଘଟଣାକୁ ନେଇ ସ୍ଥାନୀୟ ଲୋକମାନେ ଉଦ୍‌ବେଗ ପ୍ରକାଶ କରିଛନ୍ତି। ପୁଲିସ ଏବଂ ପ୍ରଶାସନ ପକ୍ଷରୁ ତଦନ୍ତ ଜାରି ରହିଛି। ଅଭିଯୁକ୍ତମାନଙ୍କୁ ଗିରଫ କରି ଅଦାଲତକୁ ଚାଲାଣ କରାଯାଇଛି। ଏହି ଘଟଣା ଅଞ୍ଚଳରେ ଚାଞ୍ଚଲ୍ୟ ସୃଷ୍ଟି କରିଛି ଏବଂ ଲୋକମାନେ ଦୋଷୀଙ୍କୁ କଡ଼ା ଦଣ୍ଡ ଦେବାକୁ ଦାବି କରିଛନ୍ତି। ସମ୍ପୃକ୍ତ ଘଟଣାକୁ ନେଇ ସ୍ଥାନୀୟ ଲୋକମାନେ ଉଦ୍‌ବେଗ ପ୍ରକାଶ କରିଛନ୍ତି। ପୁଲିସ ଏବଂ ପ୍ରଶାସନ ପକ୍ଷରୁ ତଦନ୍ତ ଜାରି ରହିଛି। ଅଭିଯୁକ୍ତମାନଙ୍କୁ ଗିରଫ କରି ଅଦାଲତକୁ ଚାଲାଣ କରାଯାଇଛି। ଏହି ଘଟଣା ଅଞ୍ଚଳରେ ଚାଞ୍ଚଲ୍ୟ ସୃଷ୍ଟି କରିଛି ଏବଂ ଲୋକମାନେ ଦୋଷୀଙ୍କୁ କଡ଼ା ଦଣ୍ଡ ଦେବାକୁ ଦାବି କରିଛନ୍ତି। ସମ୍ପୃକ୍ତ ଘଟଣାକୁ ନେଇ ସ୍ଥାନୀୟ ଲୋକମାନେ ଉଦ୍‌ବେଗ ପ୍ରକାଶ କରିଛନ୍ତି। ପୁଲିସ ଏବଂ ପ୍ରଶାସନ ପକ୍ଷରୁ ତଦନ୍ତ ଜାରି ରହିଛି। ଅଭିଯୁକ୍ତମାନଙ୍କୁ ଗିରଫ କରି ଅଦାଲତକୁ ଚାଲାଣ କରାଯାଇଛି। ଏହି ଘଟଣା ଅଞ୍ଚଳରେ ଚାଞ୍ଚଲ୍ୟ ସୃଷ୍ଟି କରିଛି ଏବଂ ଲୋକମାନେ ଦୋଷୀଙ୍କୁ କଡ଼ା ଦଣ୍ଡ ଦେବାକୁ ଦାବି କରିଛନ୍ତି। ସମ୍ପୃକ୍ତ ଘଟଣାକୁ ନେଇ ସ୍ଥାନୀୟ ଲୋକମାନେ ଉଦ୍‌ବେଗ ପ୍ରକାଶ କରିଛନ୍ତି। ପୁଲିସ ଏବଂ ପ୍ରଶାସନ ପକ୍ଷରୁ ତଦନ୍ତ ଜାରି ରହିଛି। ଅଭିଯୁକ୍ତମାନଙ୍କୁ ଗିରଫ କରି ଅଦାଲତକୁ ଚାଲାଣ କରାଯାଇଛି। ଏହି ଘଟଣା ଅଞ୍ଚଳରେ ଚାଞ୍ଚଲ୍ୟ ସୃଷ୍ଟି କରିଛି ଏବଂ ଲୋକମାନେ ଦୋଷୀଙ୍କୁ କଡ଼ା ଦଣ୍ଡ ଦେବାକୁ ଦାବି କରିଛନ୍ତି। ସମ୍ପୃକ୍ତ ଘଟଣାକୁ ନେଇ ସ୍ଥାନୀୟ ଲୋକମାନେ ଉଦ୍‌ବେଗ ପ୍ରକାଶ କରିଛନ୍ତି। ପୁଲିସ ଏବଂ ପ୍ରଶାସନ ପକ୍ଷରୁ ତଦନ୍ତ ଜାରି ରହିଛି। ଅଭିଯୁକ୍ତମାନଙ୍କୁ ଗିରଫ କରି ଅଦାଲତକୁ ଚାଲାଣ କରାଯାଇଛି। ଏହି ଘଟଣା ଅଞ୍ଚଳରେ ଚାଞ୍ଚଲ୍ୟ ସୃଷ୍ଟି କରିଛି ଏବଂ ଲୋକମାନେ ଦୋଷୀଙ୍କୁ କଡ଼ା ଦଣ୍ଡ ଦେବାକୁ ଦାବି କରିଛନ୍ତି। — [78, 372, 138, 474]
a8-headline: ୧୦ ଲକ୍ଷ ଟଙ୍କା ଅସୁରକ୍ଷିତ ଶକ୍ତ ଅଭିଯୋଗ — [25, 596, 137, 604]
r5-body: ସମ୍ପୃକ୍ତ ଘଟଣାକୁ ନେଇ ସ୍ଥାନୀୟ ଲୋକମାନେ ଉଦ୍‌ବେଗ ପ୍ରକାଶ କରିଛନ୍ତି। ପୁଲିସ ଏବଂ ପ୍ରଶାସନ ପକ୍ଷରୁ ତଦନ୍ତ ଜାରି ରହିଛି। ଅଭିଯୁକ୍ତମାନଙ୍କୁ ଗିରଫ କରି ଅଦାଲତକୁ ଚାଲାଣ କରାଯାଇଛି। ଏହି ଘଟଣା ଅଞ୍ଚଳରେ ଚାଞ୍ଚଲ୍ୟ ସୃଷ୍ଟି କରିଛି ଏବଂ ଲୋକମାନେ ଦୋଷୀଙ୍କୁ କଡ଼ା ଦଣ୍ଡ ଦେବାକୁ ଦାବି କରିଛନ୍ତି। ସମ୍ପୃକ୍ତ ଘଟଣାକୁ ନେଇ ସ୍ଥାନୀୟ ଲୋକମାନେ ଉଦ୍‌ବେଗ ପ୍ରକାଶ କରିଛନ୍ତି। ପୁଲିସ ଏବଂ ପ୍ରଶାସନ ପକ୍ଷରୁ ତଦନ୍ତ ଜାରି ରହିଛି। ଅଭିଯୁକ୍ତମାନଙ୍କୁ ଗିରଫ କରି ଅଦାଲତକୁ ଚାଲାଣ କରାଯାଇଛି। ଏହି ଘଟଣା ଅଞ୍ଚଳରେ ଚାଞ୍ଚଲ୍ୟ ସୃଷ୍ଟି କରିଛି ଏବଂ ଲୋକମାନେ ଦୋଷୀଙ୍କୁ କଡ଼ା ଦଣ୍ଡ ଦେବାକୁ ଦାବି କରିଛନ୍ତି। ସମ୍ପୃକ୍ତ ଘଟଣାକୁ ନେଇ ସ୍ଥାନୀୟ ଲୋକମାନେ ଉଦ୍‌ବେଗ ପ୍ରକାଶ କରିଛନ୍ତି। ପୁଲିସ ଏବଂ ପ୍ରଶାସନ ପକ୍ଷରୁ ତଦନ୍ତ ଜାରି ରହିଛି। ଅଭିଯୁକ୍ତମାନଙ୍କୁ ଗିରଫ କରି ଅଦାଲତକୁ ଚାଲାଣ କରାଯାଇଛି। ଏହି ଘଟଣା ଅଞ୍ଚଳରେ ଚାଞ୍ଚଲ୍ୟ ସୃଷ୍ଟି କରିଛି ଏବଂ ଲୋକମାନେ ଦୋଷୀଙ୍କୁ କଡ଼ା ଦଣ୍ଡ ଦେବାକୁ ଦାବି କରିଛନ୍ତି। ସମ୍ପୃକ୍ତ ଘଟଣାକୁ ନେଇ ସ୍ଥାନୀୟ ଲୋକମାନେ ଉଦ୍‌ବେଗ ପ୍ରକାଶ କରିଛନ୍ତି। ପୁଲିସ ଏବଂ ପ୍ରଶାସନ ପକ୍ଷରୁ ତଦନ୍ତ ଜାରି ରହିଛି। ଅଭିଯୁକ୍ତମାନଙ୍କୁ ଗିରଫ କରି ଅଦାଲତକୁ ଚାଲାଣ କରାଯାଇଛି। ଏହି ଘଟଣା ଅଞ୍ଚଳରେ ଚାଞ୍ଚଲ୍ୟ ସୃଷ୍ଟି କରିଛି ଏବଂ ଲୋକମାନେ ଦୋଷୀଙ୍କୁ କଡ଼ା ଦଣ୍ଡ ଦେବାକୁ ଦାବି କରିଛନ୍ତି। ସମ୍ପୃକ୍ତ ଘଟଣାକୁ ନେଇ ସ୍ଥାନୀୟ ଲୋକମାନେ ଉଦ୍‌ବେଗ ପ୍ରକାଶ କରିଛନ୍ତି। ପୁଲିସ ଏବଂ ପ୍ରଶାସନ ପକ୍ଷରୁ ତଦନ୍ତ ଜାରି ରହିଛି। ଅଭିଯୁକ୍ତମାନଙ୍କୁ ଗିରଫ କରି ଅଦାଲତକୁ ଚାଲାଣ କରାଯାଇଛି। ଏହି ଘଟଣା ଅଞ୍ଚଳରେ ଚାଞ୍ଚଲ୍ୟ ସୃଷ୍ଟି କରିଛି ଏବଂ ଲୋକମାନେ ଦୋଷୀଙ୍କୁ କଡ଼ା ଦଣ୍ଡ ଦେବାକୁ ଦାବି କରିଛନ୍ତି। ସମ୍ପୃକ୍ତ ଘଟଣାକୁ ନେଇ ସ୍ଥାନୀୟ ଲୋକମାନେ ଉଦ୍‌ବେଗ ପ୍ରକାଶ କରିଛନ୍ତି। ପୁଲିସ ଏବଂ ପ୍ରଶାସନ ପକ୍ଷରୁ ତଦନ୍ତ ଜାରି ରହିଛି। ଅଭିଯୁକ୍ତମାନଙ୍କୁ ଗିରଫ କରି ଅଦାଲତକୁ ଚାଲାଣ କରାଯାଇଛି। ଏହି ଘଟଣା ଅଞ୍ଚଳରେ ଚାଞ୍ଚଲ୍ୟ ସୃଷ୍ଟି କରିଛି ଏବଂ ଲୋକମାନେ ଦୋଷୀଙ୍କୁ କଡ଼ା ଦଣ୍ଡ ଦେବାକୁ ଦାବି କରିଛନ୍ତି। ସମ୍ପୃକ୍ତ ଘଟଣାକୁ ନେଇ ସ୍ଥାନୀୟ ଲୋକମାନେ ଉଦ୍‌ବେଗ ପ୍ରକାଶ କରିଛନ୍ତି। ପୁଲିସ ଏବଂ ପ୍ରଶାସନ ପକ୍ଷରୁ ତଦନ୍ତ ଜାରି ରହିଛି। ଅଭିଯୁକ୍ତମାନଙ୍କୁ ଗିରଫ କରି ଅଦାଲତକୁ ଚାଲାଣ କରାଯାଇଛି। ଏହି ଘଟଣା ଅଞ୍ଚଳରେ ଚାଞ୍ଚଲ୍ୟ ସୃଷ୍ଟି କରିଛି ଏବଂ ଲୋକମାନେ ଦୋଷୀଙ୍କୁ କଡ଼ା ଦଣ୍ଡ ଦେବାକୁ ଦାବି କରିଛନ୍ତି। ସମ୍ପୃକ୍ତ ଘଟଣାକୁ ନେଇ ସ୍ଥାନୀୟ ଲୋକମାନେ ଉଦ୍‌ବେଗ ପ୍ରକାଶ କରିଛନ୍ତି। ପୁଲିସ ଏବଂ ପ୍ରଶାସନ ପକ୍ଷରୁ ତଦନ୍ତ ଜାରି ରହିଛି। ଅଭିଯୁକ୍ତମାନଙ୍କୁ ଗିରଫ କରି ଅଦାଲତକୁ ଚାଲାଣ କରାଯାଇଛି। ଏହି ଘଟଣା ଅଞ୍ଚଳରେ ଚାଞ୍ଚଲ୍ୟ ସୃଷ୍ଟି କରିଛି ଏବଂ ଲୋକମାନେ ଦୋଷୀଙ୍କୁ କଡ଼ା ଦଣ୍ଡ ଦେବାକୁ ଦାବି କରିଛନ୍ତି। ସମ୍ପୃକ୍ତ ଘଟଣାକୁ ନେଇ ସ୍ଥାନୀୟ ଲୋକମାନେ ଉଦ୍‌ବେଗ ପ୍ରକାଶ କରିଛନ୍ତି। ପୁଲିସ ଏବଂ ପ୍ରଶାସନ ପକ୍ଷରୁ ତଦନ୍ତ ଜାରି ରହିଛି। ଅଭିଯୁକ୍ତମାନଙ୍କୁ ଗିରଫ କରି ଅଦାଲତକୁ ଚାଲାଣ କରାଯାଇଛି। ଏହି ଘଟଣା ଅଞ୍ଚଳରେ ଚାଞ୍ଚଲ୍ୟ ସୃଷ୍ଟି କରିଛି ଏବଂ ଲୋକମାନେ ଦୋଷୀଙ୍କୁ କଡ଼ା ଦଣ୍ଡ ଦେବାକୁ ଦାବି କରିଛନ୍ତି। ସମ୍ପୃକ୍ତ ଘଟଣାକୁ ନେଇ ସ୍ଥାନୀୟ ଲୋକମାନେ ଉଦ୍‌ବେଗ ପ୍ରକାଶ କରିଛନ୍ତି। ପୁଲିସ ଏବଂ ପ୍ରଶାସନ ପକ୍ଷରୁ ତଦନ୍ତ ଜାରି ରହିଛି। ଅଭିଯୁକ୍ତମାନଙ୍କୁ ଗିରଫ କରି ଅଦାଲତକୁ ଚାଲାଣ କରାଯାଇଛି। ଏହି ଘଟଣା ଅଞ୍ଚଳରେ ଚାଞ୍ଚଲ୍ୟ ସୃଷ୍ଟି କରିଛି ଏବଂ ଲୋକମାନେ ଦୋଷୀଙ୍କୁ କଡ଼ା ଦଣ୍ଡ ଦେବାକୁ ଦାବି କରିଛନ୍ତି। ସମ୍ପୃକ୍ତ ଘଟଣାକୁ ନେଇ ସ୍ଥାନୀୟ ଲୋକମାନେ ଉଦ୍‌ବେଗ ପ୍ରକାଶ କରିଛନ୍ତି। ପୁଲିସ ଏବଂ ପ୍ରଶାସନ ପକ୍ଷରୁ ତଦନ୍ତ ଜାରି ରହିଛି। ଅଭିଯୁକ୍ତମାନଙ୍କୁ ଗିରଫ କରି ଅଦାଲତକୁ ଚାଲାଣ କରାଯାଇଛି। ଏହି ଘଟଣା ଅଞ୍ଚଳରେ ଚାଞ୍ଚଲ୍ୟ ସୃଷ୍ଟି କରିଛି ଏବଂ ଲୋକମାନେ ଦୋଷୀଙ୍କୁ କଡ଼ା ଦଣ୍ଡ ଦେବାକୁ ଦାବି କରିଛନ୍ତି। ସମ୍ପୃକ୍ତ ଘଟଣାକୁ ନେଇ ସ୍ଥାନୀୟ ଲୋକମାନେ ଉଦ୍‌ବେଗ ପ୍ରକାଶ କରିଛନ୍ତି। ପୁଲିସ ଏବଂ ପ୍ରଶାସନ ପକ୍ଷରୁ ତଦନ୍ତ ଜାରି ରହିଛି। ଅଭିଯୁକ୍ତମାନଙ୍କୁ ଗିରଫ କରି ଅଦାଲତକୁ ଚାଲାଣ କରାଯାଇଛି। ଏହି ଘଟଣା ଅଞ୍ଚଳରେ ଚାଞ୍ଚଲ୍ୟ ସୃଷ୍ଟି କରିଛି ଏବଂ ଲୋକମାନେ ଦୋଷୀଙ୍କୁ କଡ଼ା ଦଣ୍ଡ ଦେବାକୁ ଦାବି କରିଛନ୍ତି। ସମ୍ପୃକ୍ତ ଘଟଣାକୁ ନେଇ ସ୍ଥାନୀୟ ଲୋକମାନେ ଉଦ୍‌ବେଗ ପ୍ରକାଶ କରିଛନ୍ତି। ପୁଲିସ ଏବଂ ପ୍ରଶାସନ ପକ୍ଷରୁ ତଦନ୍ତ ଜାରି ରହିଛି। ଅଭିଯୁକ୍ତମାନଙ୍କୁ ଗିରଫ କରି ଅଦାଲତକୁ ଚାଲାଣ କରାଯାଇଛି। ଏହି ଘଟଣା ଅଞ୍ଚଳରେ ଚାଞ୍ଚଲ୍ୟ ସୃଷ୍ଟି କରିଛି ଏବଂ ଲୋକମାନେ ଦୋଷୀଙ୍କୁ କଡ଼ା ଦଣ୍ଡ ଦେବାକୁ ଦାବି କରିଛନ୍ତି। ସମ୍ପୃକ୍ତ ଘଟଣାକୁ ନେଇ ସ୍ଥାନୀୟ ଲୋକମାନେ ଉଦ୍‌ବେଗ ପ୍ରକାଶ କରିଛନ୍ତି। ପୁଲିସ ଏବଂ ପ୍ରଶାସନ ପକ୍ଷରୁ ତଦନ୍ତ ଜାରି ରହିଛି। ଅଭିଯୁକ୍ତମାନଙ୍କୁ ଗିରଫ କରି ଅଦାଲତକୁ ଚାଲାଣ କରାଯାଇଛି। ଏହି ଘଟଣା ଅଞ୍ଚଳରେ ଚାଞ୍ଚଲ୍ୟ ସୃଷ୍ଟି କରିଛି ଏବଂ ଲୋକମାନେ ଦୋଷୀଙ୍କୁ କଡ଼ା ଦଣ୍ଡ ଦେବାକୁ ଦାବି କରିଛନ୍ତି। ସମ୍ପୃକ୍ତ ଘଟଣାକୁ ନେଇ ସ୍ଥାନୀୟ ଲୋକମାନେ ଉଦ୍‌ବେଗ ପ୍ରକାଶ କରିଛନ୍ତି। ପୁଲିସ ଏବଂ ପ୍ରଶାସନ ପକ୍ଷରୁ ତଦନ୍ତ ଜାରି ରହିଛି। ଅଭିଯୁକ୍ତମାନଙ୍କୁ ଗିରଫ କରି ଅଦାଲତକୁ ଚାଲାଣ କରାଯାଇଛି। ଏହି ଘଟଣା ଅଞ୍ଚଳରେ ଚାଞ୍ଚଲ୍ୟ ସୃଷ୍ଟି କରିଛି ଏବଂ ଲୋକମାନେ ଦୋଷୀଙ୍କୁ କଡ଼ା ଦଣ୍ଡ ଦେବାକୁ ଦାବି କରିଛନ୍ତି। ସମ୍ପୃକ୍ତ — [331, 636, 496, 728]
hall-photo — [200, 372, 258, 418]
bottom-rule — [6, 729, 496, 730]
a1-sub: ମାର୍ଶ୍ଵ ଭଉଣୀଙ୍କୁ ମାରିଦେଲା — [40, 170, 112, 178]
top-photo-strip — [6, 85, 327, 160]
a2-dateline: ଭୁବନେଶ୍ୱର, ୧୪ା୫ (ସମିସ): ରାଜ୍ୟରେ ତାପମାତ୍ରା ବୃଦ୍ଧି ପାଇଛି। ଆଠଟି ସ୍ଥାନରେ ତାପମାତ୍ରା ୪୦ ଡିଗ୍ରୀ ଉପରେ ରହିଛି ବୋଲି ପାଣିପାଗ ବିଭାଗ ସୂଚନା ଦେଇଛି। — [150, 184, 208, 194]
r5-headline: ଦନ୍ତା ହାତୀ ଆକ୍ରମଣ — [374, 607, 453, 617]
a7-body: ସମ୍ପୃକ୍ତ ଘଟଣାକୁ ନେଇ ସ୍ଥାନୀୟ ଲୋକମାନେ ଉଦ୍‌ବେଗ ପ୍ରକାଶ କରିଛନ୍ତି। ପୁଲିସ ଏବଂ ପ୍ରଶାସନ ପକ୍ଷରୁ ତଦନ୍ତ ଜାରି ରହିଛି। ଅଭିଯୁକ୍ତମାନଙ୍କୁ ଗିରଫ କରି ଅଦାଲତକୁ ଚାଲାଣ କରାଯାଇଛି। ଏହି ଘଟଣା ଅଞ୍ଚଳରେ ଚାଞ୍ଚଲ୍ୟ ସୃଷ୍ଟି କରିଛି ଏବଂ ଲୋକମାନେ ଦୋଷୀଙ୍କୁ କଡ଼ା ଦଣ୍ଡ ଦେବାକୁ ଦାବି କରିଛନ୍ତି। ସମ୍ପୃକ୍ତ ଘଟଣାକୁ ନେଇ ସ୍ଥାନୀୟ ଲୋକମାନେ ଉଦ୍‌ବେଗ ପ୍ରକାଶ କରିଛନ୍ତି। ପୁଲିସ ଏବଂ ପ୍ରଶାସନ ପକ୍ଷରୁ ତଦନ୍ତ ଜାରି ରହିଛି। ଅଭିଯୁକ୍ତମାନଙ୍କୁ ଗିରଫ କରି ଅଦାଲତକୁ ଚାଲାଣ କରାଯାଇଛି। ଏହି ଘଟଣା ଅଞ୍ଚଳରେ ଚାଞ୍ଚଲ୍ୟ ସୃଷ୍ଟି କରିଛି ଏବଂ ଲୋକମାନେ ଦୋଷୀଙ୍କୁ କଡ଼ା ଦଣ୍ଡ ଦେବାକୁ ଦାବି କରିଛନ୍ତି। ସମ୍ପୃକ୍ତ ଘଟଣାକୁ ନେଇ ସ୍ଥାନୀୟ ଲୋକମାନେ ଉଦ୍‌ବେଗ ପ୍ରକାଶ କରିଛନ୍ତି। ପୁଲିସ ଏବଂ ପ୍ରଶାସନ ପକ୍ଷରୁ ତଦନ୍ତ ଜାରି ରହିଛି। ଅଭିଯୁକ୍ତମାନଙ୍କୁ ଗିରଫ କରି ଅଦାଲତକୁ ଚାଲାଣ କରାଯାଇଛି। ଏହି ଘଟଣା ଅଞ୍ଚଳରେ ଚାଞ୍ଚଲ୍ୟ ସୃଷ୍ଟି କରିଛି ଏବଂ ଲୋକମାନେ ଦୋଷୀଙ୍କୁ କଡ଼ା ଦଣ୍ଡ ଦେବାକୁ ଦାବି କରିଛନ୍ତି। ସମ୍ପୃକ୍ତ ଘଟଣାକୁ ନେଇ ସ୍ଥାନୀୟ ଲୋକମାନେ ଉଦ୍‌ବେଗ ପ୍ରକାଶ କରିଛନ୍ତି। ପୁଲିସ ଏବଂ ପ୍ରଶାସନ ପକ୍ଷରୁ ତଦନ୍ତ ଜାରି ରହିଛି। ଅଭିଯୁକ୍ତମାନଙ୍କୁ ଗିରଫ କରି ଅଦାଲତକୁ ଚାଲାଣ କରାଯାଇଛି। ଏହି ଘଟଣା ଅଞ୍ଚଳରେ ଚାଞ୍ଚଲ୍ୟ ସୃଷ୍ଟି କରିଛି ଏବଂ ଲୋକମାନେ ଦୋଷୀଙ୍କୁ କଡ଼ା ଦଣ୍ଡ ଦେବାକୁ ଦାବି କରିଛନ୍ତି। ସମ୍ପୃକ୍ତ ଘଟଣାକୁ ନେଇ ସ୍ଥାନୀୟ ଲୋକମାନେ ଉଦ୍‌ବେଗ ପ୍ରକାଶ କରିଛନ୍ତି। ପୁଲିସ ଏବଂ ପ୍ରଶାସନ ପକ୍ଷରୁ ତଦନ୍ତ ଜାରି ରହିଛି। ଅଭିଯୁକ୍ତମାନଙ୍କୁ ଗିରଫ କରି ଅଦାଲତକୁ ଚାଲାଣ କରାଯାଇଛି। ଏହି ଘଟଣା ଅଞ୍ଚଳରେ ଚାଞ୍ଚଲ୍ୟ ସୃଷ୍ଟି କରିଛି ଏବଂ ଲୋକମାନେ ଦୋଷୀଙ୍କୁ କଡ଼ା ଦଣ୍ଡ ଦେବାକୁ ଦାବି କରିଛନ୍ତି। ସମ୍ପୃକ୍ତ ଘଟଣାକୁ ନେଇ ସ୍ଥାନୀୟ ଲୋକମାନେ ଉଦ୍‌ବେଗ ପ୍ରକାଶ କରିଛନ୍ତି। ପୁଲିସ ଏବଂ ପ୍ରଶାସନ ପକ୍ଷରୁ ତଦନ୍ତ ଜାରି ରହିଛି। ଅଭିଯୁକ୍ତମାନଙ୍କୁ ଗିରଫ କରି ଅଦାଲତକୁ ଚାଲାଣ କରାଯାଇଛି। ଏହି ଘଟଣା ଅଞ୍ଚଳରେ ଚାଞ୍ଚଲ୍ୟ ସୃଷ୍ଟି କରିଛି ଏବଂ ଲୋକମାନେ ଦୋଷୀଙ୍କୁ କଡ଼ା ଦଣ୍ଡ ଦେବାକୁ ଦାବି କରିଛନ୍ତି। ସମ୍ପୃକ୍ତ ଘଟଣାକୁ ନେଇ ସ୍ଥାନୀୟ ଲୋକମାନେ ଉଦ୍‌ବେଗ ପ୍ରକାଶ କରିଛନ୍ତି। ପୁଲିସ ଏବଂ ପ୍ରଶାସନ ପକ୍ଷରୁ ତଦନ୍ତ ଜାରି ରହିଛି। ଅଭିଯୁକ୍ତମାନଙ୍କୁ ଗିରଫ କରି ଅ — [6, 382, 40, 582]
crowd-scene-3 — [221, 85, 327, 160]
a8-body: ସମ୍ପୃକ୍ତ ଘଟଣାକୁ ନେଇ ସ୍ଥାନୀୟ ଲୋକମାନେ ଉଦ୍‌ବେଗ ପ୍ରକାଶ କରିଛନ୍ତି। ପୁଲିସ ଏବଂ ପ୍ରଶାସନ ପକ୍ଷରୁ ତଦନ୍ତ ଜାରି ରହିଛି। ଅଭିଯୁକ୍ତମାନଙ୍କୁ ଗିରଫ କରି ଅଦାଲତକୁ ଚାଲାଣ କରାଯାଇଛି। ଏହି ଘଟଣା ଅଞ୍ଚଳରେ ଚାଞ୍ଚଲ୍ୟ ସୃଷ୍ଟି କରିଛି ଏବଂ ଲୋକମାନେ ଦୋଷୀଙ୍କୁ କଡ଼ା ଦଣ୍ଡ ଦେବାକୁ ଦାବି କରିଛନ୍ତି। ସମ୍ପୃକ୍ତ ଘଟଣାକୁ ନେଇ ସ୍ଥାନୀୟ ଲୋକମାନେ ଉଦ୍‌ବେଗ ପ୍ରକାଶ କରିଛନ୍ତି। ପୁଲିସ ଏବଂ ପ୍ରଶାସନ ପକ୍ଷରୁ ତଦନ୍ତ ଜାରି ରହିଛି। ଅଭିଯୁକ୍ତମାନଙ୍କୁ ଗିରଫ କରି ଅଦାଲତକୁ ଚାଲାଣ କରାଯାଇଛି। ଏହି ଘଟଣା ଅଞ୍ଚଳରେ ଚାଞ୍ଚଲ୍ୟ ସୃଷ୍ଟି କରିଛି ଏବଂ ଲୋକମାନେ ଦୋଷୀଙ୍କୁ କଡ଼ା ଦଣ୍ଡ ଦେବାକୁ ଦାବି କରିଛନ୍ତି। ସମ୍ପୃକ୍ତ ଘଟଣାକୁ ନେଇ ସ୍ଥାନୀୟ ଲୋକମାନେ ଉଦ୍‌ବେଗ ପ୍ରକାଶ କରିଛନ୍ତି। ପୁଲିସ ଏବଂ ପ୍ରଶାସନ ପକ୍ଷରୁ ତଦନ୍ତ ଜାରି ରହିଛି। ଅଭିଯୁକ୍ତମାନଙ୍କୁ ଗିରଫ କରି ଅଦାଲତକୁ ଚାଲାଣ କରାଯାଇଛି। ଏହି ଘଟଣା ଅଞ୍ଚଳରେ ଚାଞ୍ଚଲ୍ୟ ସୃଷ୍ଟି କରିଛି ଏବଂ ଲୋକମାନେ ଦୋଷୀଙ୍କୁ କଡ଼ା ଦଣ୍ଡ ଦେବାକୁ ଦାବି କରିଛନ୍ତି। ସମ୍ପୃକ୍ତ ଘଟଣାକୁ ନେଇ ସ୍ଥାନୀୟ ଲୋକମାନେ ଉଦ୍‌ବେଗ ପ୍ରକାଶ କରିଛନ୍ତି। ପୁଲିସ ଏବଂ ପ୍ରଶାସନ ପକ୍ଷରୁ ତଦନ୍ତ ଜାରି ରହିଛି। ଅଭିଯୁକ୍ତମାନଙ୍କୁ ଗିରଫ କରି ଅଦାଲତକୁ ଚାଲାଣ କରାଯାଇଛି। ଏହି ଘଟଣା ଅଞ୍ଚଳରେ ଚାଞ୍ଚଲ୍ୟ ସୃଷ୍ଟି କରିଛି ଏବଂ ଲୋକମାନେ ଦୋଷୀଙ୍କୁ କଡ଼ା ଦଣ୍ଡ ଦେବାକୁ ଦାବି କରିଛନ୍ତି। ସମ୍ପୃକ୍ତ ଘଟଣାକୁ ନେଇ ସ୍ଥାନୀୟ ଲୋକମାନେ ଉଦ୍‌ବେଗ ପ୍ରକାଶ କରିଛନ୍ତି। ପୁଲିସ ଏବଂ ପ୍ରଶାସନ ପକ୍ଷରୁ ତଦନ୍ତ ଜାରି ରହିଛି। ଅଭିଯୁକ୍ତମାନଙ୍କୁ ଗିରଫ କରି ଅଦାଲତକୁ ଚାଲାଣ କରାଯାଇଛି। ଏହି ଘଟଣା ଅଞ୍ଚଳରେ ଚାଞ୍ଚଲ୍ୟ ସୃଷ୍ଟି କରିଛି ଏବଂ ଲୋକମାନେ ଦୋଷୀଙ୍କୁ କଡ଼ା ଦଣ୍ଡ ଦେବାକୁ ଦାବି କରିଛନ୍ତି। ସମ୍ପୃକ୍ତ ଘଟଣାକୁ ନେଇ ସ୍ଥାନୀୟ ଲୋକମାନେ ଉଦ୍‌ବେଗ ପ୍ରକାଶ କରିଛନ୍ତି। ପୁଲିସ ଏବଂ ପ୍ରଶାସନ ପକ୍ଷରୁ ତଦନ୍ତ ଜାରି ରହିଛି। ଅଭିଯୁକ୍ତମାନଙ୍କୁ ଗିରଫ କରି ଅଦାଲତକୁ ଚାଲାଣ କରାଯାଇଛି। ଏହି ଘଟଣା ଅଞ୍ଚଳରେ ଚାଞ୍ଚଲ୍ୟ ସୃଷ୍ଟି କରିଛି ଏବଂ ଲୋକମାନେ ଦୋଷୀଙ୍କୁ କଡ଼ା ଦଣ୍ଡ ଦେବାକୁ ଦାବି କରିଛନ୍ତି। ସମ୍ପୃକ୍ତ ଘଟଣାକୁ ନେଇ ସ୍ଥାନୀୟ ଲୋକମାନେ ଉଦ୍‌ବେଗ ପ୍ରକାଶ କରିଛନ୍ତି। ପୁଲିସ ଏବଂ ପ୍ରଶାସନ ପକ୍ଷରୁ ତଦନ୍ତ ଜାରି ରହିଛି। ଅଭିଯୁକ୍ତମାନଙ୍କୁ ଗିରଫ କରି ଅଦାଲତକୁ ଚାଲାଣ କରାଯାଇଛି। ଏହି ଘଟଣା ଅଞ୍ଚଳରେ ଚାଞ୍ଚଲ୍ୟ ସୃଷ୍ଟି କରିଛି ଏବଂ ଲୋକମାନେ ଦୋଷୀଙ୍କୁ କଡ଼ା ଦଣ୍ଡ ଦେବାକୁ ଦାବି କରିଛନ୍ତି। ସମ୍ପୃକ୍ତ ଘଟଣାକୁ ନେଇ ସ୍ଥାନୀୟ ଲୋକମାନେ ଉଦ୍‌ବେଗ ପ୍ରକାଶ କରିଛନ୍ତି। ପୁଲିସ ଏବଂ ପ୍ରଶାସନ ପକ୍ଷରୁ ତଦନ୍ତ ଜାରି ରହିଛି। ଅଭିଯୁକ୍ତମାନଙ୍କୁ ଗିରଫ କରି ଅଦାଲତକୁ ଚାଲାଣ କରାଯାଇଛି। ଏହି ଘଟଣା ଅଞ୍ଚଳରେ ଚାଞ୍ଚଲ୍ୟ ସୃଷ୍ଟି କରିଛି ଏବଂ ଲୋକମାନେ ଦୋଷୀଙ୍କୁ କଡ଼ା ଦଣ୍ଡ ଦେବାକୁ ଦାବି କରିଛନ୍ତି। ସମ୍ପୃକ୍ତ ଘଟଣାକୁ ନେଇ ସ୍ଥାନୀୟ ଲୋକମାନେ ଉଦ୍‌ବେଗ ପ୍ରକାଶ କରିଛନ୍ତି। ପୁଲିସ ଏବଂ ପ୍ରଶାସନ ପକ୍ଷରୁ ତଦନ୍ତ ଜାରି ରହିଛି। ଅଭିଯୁକ୍ତମାନଙ୍କୁ ଗିରଫ କରି ଅଦାଲତକୁ ଚାଲାଣ କରାଯାଇଛି। ଏହି ଘଟଣା ଅଞ୍ଚଳରେ ଚାଞ୍ଚଲ୍ୟ ସୃଷ୍ଟି କରିଛି ଏବଂ ଲୋକମାନେ ଦୋଷୀଙ୍କୁ କଡ଼ା ଦଣ୍ଡ ଦେବାକୁ ଦାବି କରିଛନ୍ତି। ସମ୍ପୃକ୍ତ ଘଟଣାକୁ ନେଇ ସ୍ଥାନୀୟ ଲୋକମାନେ ଉଦ୍‌ବେଗ ପ୍ରକାଶ କରିଛନ୍ତି। ପୁଲିସ ଏବଂ ପ୍ରଶାସନ ପକ୍ଷରୁ ତଦନ୍ତ ଜାରି ରହିଛି। ଅଭିଯୁକ୍ତମାନଙ୍କୁ ଗିରଫ କରି ଅଦାଲତକୁ ଚାଲାଣ କରାଯାଇଛି। ଏହି ଘଟଣା ଅଞ୍ଚଳରେ ଚାଞ୍ଚଲ୍ୟ ସୃଷ୍ଟି କରିଛି ଏବଂ ଲୋକମାନେ ଦୋଷୀଙ୍କୁ କଡ଼ା ଦଣ୍ଡ ଦେବାକୁ ଦାବି କରିଛନ୍ତି। ସମ୍ପୃକ୍ତ ଘଟଣାକୁ ନେଇ ସ୍ଥାନୀୟ ଲୋକମାନେ ଉଦ୍‌ବେଗ ପ୍ରକାଶ କରିଛନ୍ତି। ପୁଲିସ ଏବଂ ପ୍ରଶାସନ ପକ୍ଷରୁ ତଦନ୍ତ ଜାରି ରହିଛି। ଅଭିଯୁକ୍ତମାନଙ୍କୁ ଗିରଫ କରି ଅଦାଲତକୁ ଚାଲାଣ କରାଯାଇଛି। ଏହି ଘଟଣା ଅଞ୍ଚଳରେ ଚାଞ୍ଚଲ୍ୟ ସୃଷ୍ଟି କରିଛି ଏବଂ ଲୋକମାନେ ଦୋଷୀଙ୍କୁ କଡ଼ା ଦଣ୍ଡ ଦେବାକୁ ଦାବି କରିଛନ୍ତି। ସ — [6, 608, 156, 683]
r-divider-1 — [331, 326, 496, 327]
a4-body-3: ସମ୍ପୃକ୍ତ ଘଟଣାକୁ ନେଇ ସ୍ଥାନୀୟ ଲୋକମାନେ ଉଦ୍‌ବେଗ ପ୍ରକାଶ କରିଛନ୍ତି। ପୁଲିସ ଏବଂ ପ୍ରଶାସନ ପକ୍ଷରୁ ତଦନ୍ତ ଜାରି ରହିଛି। ଅଭିଯୁକ୍ତମାନଙ୍କୁ ଗିରଫ କରି ଅଦାଲତକୁ ଚାଲାଣ କରାଯାଇଛି। ଏହି ଘଟଣା ଅଞ୍ଚଳରେ ଚାଞ୍ଚଲ୍ୟ ସୃଷ୍ଟି କରିଛି ଏବଂ ଲୋକମାନେ ଦୋଷୀଙ୍କୁ କଡ଼ା ଦଣ୍ଡ ଦେବାକୁ ଦାବି କରିଛନ୍ତି। ସମ୍ପୃକ୍ତ ଘଟଣାକୁ ନେଇ ସ୍ଥାନୀୟ ଲୋକମାନେ ଉଦ୍‌ବେଗ ପ୍ରକାଶ କରିଛନ୍ତି। ପୁଲିସ ଏବଂ ପ୍ରଶାସନ ପକ୍ଷରୁ ତଦନ୍ତ ଜାରି ରହିଛି। ଅଭିଯୁକ୍ତମାନଙ୍କୁ ଗିରଫ କରି ଅଦାଲତକୁ ଚାଲାଣ କରାଯାଇଛି। ଏହି ଘଟଣା ଅଞ୍ଚଳରେ ଚାଞ୍ଚଲ୍ୟ ସୃଷ୍ଟି କରିଛି ଏବଂ ଲୋକମାନେ ଦୋଷୀଙ୍କୁ କଡ଼ା ଦଣ୍ଡ ଦେବାକୁ ଦାବି କରିଛନ୍ତି। ସମ୍ପୃକ୍ତ ଘଟଣାକୁ ନେଇ ସ୍ଥାନୀୟ ଲୋକମାନେ ଉଦ୍‌ବେଗ ପ୍ରକାଶ କରିଛନ୍ତି। ପୁଲିସ ଏବଂ ପ୍ରଶାସନ ପକ୍ଷରୁ ତଦନ୍ତ ଜାରି ରହିଛି। ଅଭିଯୁକ୍ତମାନଙ୍କୁ ଗିର — [200, 431, 258, 475]
masthead-rule — [6, 83, 327, 84]
a3-body-2: ସମ୍ପୃକ୍ତ ଘଟଣାକୁ ନେଇ ସ୍ଥାନୀୟ ଲୋକମାନେ ଉଦ୍‌ବେଗ ପ୍ରକାଶ କରିଛନ୍ତି। ପୁଲିସ ଏବଂ ପ୍ରଶାସନ ପକ୍ଷରୁ ତଦନ୍ତ ଜାରି ରହିଛି। ଅଭିଯୁକ୍ତମାନଙ୍କୁ ଗିରଫ କରି ଅଦାଲତକୁ ଚାଲାଣ କରାଯାଇଛି। ଏହି ଘଟଣା ଅଞ୍ଚଳରେ ଚାଞ୍ଚଲ୍ୟ ସୃଷ୍ଟି କରିଛି ଏବଂ ଲୋକମାନେ ଦୋଷୀଙ୍କୁ କଡ଼ା ଦଣ୍ଡ ଦେବାକୁ ଦାବି କରିଛନ୍ତି। ସମ୍ପୃକ୍ତ ଘଟଣାକୁ ନେଇ ସ୍ଥାନୀୟ ଲୋକମାନେ ଉଦ୍‌ବେଗ ପ୍ରକାଶ କରିଛନ୍ତି। ପୁଲିସ ଏବଂ ପ୍ରଶାସନ ପକ୍ଷରୁ ତଦନ୍ତ ଜାରି ରହିଛି। ଅଭିଯୁକ୍ତମାନଙ୍କୁ ଗିରଫ କରି ଅଦାଲତକୁ ଚାଲାଣ କରାଯାଇଛି। ଏହି ଘଟଣା ଅଞ୍ଚଳରେ ଚାଞ୍ଚଲ୍ୟ ସୃଷ୍ଟି କରିଛି ଏବଂ ଲୋକମାନେ ଦୋଷୀଙ୍କୁ କଡ଼ା ଦଣ୍ଡ ଦେବାକୁ ଦାବି କରିଛନ୍ତି। ସମ୍ପୃକ୍ତ ଘଟଣାକୁ ନେଇ ସ୍ଥାନୀୟ ଲୋକମାନେ ଉଦ୍‌ବେଗ ପ୍ରକାଶ କରିଛନ୍ତି। ପୁଲିସ ଏବଂ ପ୍ରଶାସନ ପକ୍ଷରୁ ତଦନ୍ତ ଜାରି ରହିଛି। ଅଭିଯୁକ୍ତମାନଙ୍କୁ ଗିରଫ କରି ଅଦାଲତକୁ ଚାଲାଣ କରାଯାଇଛି। ଏହି ଘଟଣା ଅଞ୍ଚଳରେ ଚାଞ୍ଚଲ୍ୟ ସୃଷ୍ଟି କରିଛି ଏବଂ ଲୋକମାନେ ଦୋଷୀଙ୍କୁ କଡ଼ା ଦଣ୍ଡ ଦେବାକୁ ଦାବି କରିଛନ୍ତି। ସମ୍ପୃକ୍ତ ଘଟଣାକୁ ନେଇ ସ୍ଥାନୀୟ ଲୋକମାନେ ଉଦ୍‌ବେଗ ପ୍ରକାଶ କରିଛନ୍ତି। ପୁଲିସ ଏବଂ ପ୍ରଶାସନ ପକ୍ଷରୁ ତଦନ୍ତ ଜାରି ରହିଛି। ଅଭିଯୁକ୍ତମାନଙ୍କୁ ଗିରଫ କରି ଅଦାଲତକୁ ଚାଲାଣ କରାଯାଇଛି। ଏହି ଘଟଣା ଅଞ୍ଚଳରେ ଚାଞ୍ଚଲ୍ୟ ସୃଷ୍ଟି କରିଛି ଏବଂ ଲୋକ — [150, 287, 208, 354]
a1-headline: ମାର୍ଶ୍ଵ ଘରେ ଭଉଣୀ ଓ ବାପର ବଧ — [36, 162, 116, 169]
r3-headline: ପୁଲିସ ଜାଲରେ କୁଖ୍ୟାତ ଗୋରୁ ମାଫିଆ — [349, 330, 478, 340]
a2-body: ସମ୍ପୃକ୍ତ ଘଟଣାକୁ ନେଇ ସ୍ଥାନୀୟ ଲୋକମାନେ ଉଦ୍‌ବେଗ ପ୍ରକାଶ କରିଛନ୍ତି। ପୁଲିସ ଏବଂ ପ୍ରଶାସନ ପକ୍ଷରୁ ତଦନ୍ତ ଜାରି ରହିଛି। ଅଭିଯୁକ୍ତମାନଙ୍କୁ ଗିରଫ କରି ଅଦାଲତକୁ ଚାଲାଣ କରାଯାଇଛି। ଏହି ଘଟଣା ଅଞ୍ଚଳରେ ଚାଞ୍ଚଲ୍ୟ ସୃଷ୍ଟି କରିଛି ଏବଂ ଲୋକମାନେ ଦୋଷୀଙ୍କୁ କଡ଼ା ଦଣ୍ଡ ଦେବାକୁ ଦାବି କରିଛନ୍ତି। ସମ୍ପୃକ୍ତ ଘଟଣାକୁ ନେଇ ସ୍ଥାନୀୟ ଲୋକମାନେ ଉଦ୍‌ବେଗ ପ୍ରକାଶ କରିଛନ୍ତି। ପୁଲିସ ଏବଂ ପ୍ରଶାସନ ପକ୍ଷରୁ ତଦନ୍ତ ଜାରି ରହିଛି। ଅଭିଯୁକ୍ତମାନଙ୍କୁ ଗିରଫ କରି ଅଦାଲତକୁ ଚାଲାଣ କରାଯାଇଛି। ଏହି ଘଟଣା ଅଞ୍ଚଳରେ ଚାଞ୍ଚଲ୍ୟ ସୃଷ୍ଟି କରିଛି ଏବଂ ଲୋକମାନେ ଦୋଷୀଙ୍କୁ କଡ଼ା ଦଣ୍ଡ ଦେବାକୁ ଦାବି କରିଛନ୍ତି। ସମ୍ପୃକ୍ତ ଘଟଣାକୁ ନେଇ ସ୍ଥାନୀୟ ଲୋକମାନେ ଉଦ୍‌ବେଗ ପ୍ରକାଶ କରିଛନ୍ତି। ପୁଲିସ ଏବଂ ପ୍ର — [150, 215, 208, 255]
woman-portrait — [67, 180, 117, 244]
r-divider-2 — [331, 603, 496, 604]
a2-sub: ଓଡ଼ିଶାର ୮ ସ୍ଥାନ ୪୦ ଉପରେ — [184, 170, 293, 181]
a6-headline: ପ୍ରଧାନମନ୍ତ୍ରୀ, ଶିକ୍ଷାମନ୍ତ୍ରୀ ଓ ପେଟ୍ରୋଲିୟମ ମନ୍ତ୍ରୀଙ୍କ କୁଶ ପୁତଳିକା ଦାହ — [108, 485, 297, 493]
a2-body-3: ସମ୍ପୃକ୍ତ ଘଟଣାକୁ ନେଇ ସ୍ଥାନୀୟ ଲୋକମାନେ ଉଦ୍‌ବେଗ ପ୍ରକାଶ କରିଛନ୍ତି। ପୁଲିସ ଏବଂ ପ୍ରଶାସନ ପକ୍ଷରୁ ତଦନ୍ତ ଜାରି ରହିଛି। ଅଭିଯୁକ୍ତମାନଙ୍କୁ ଗିରଫ କରି ଅଦାଲତକୁ ଚାଲାଣ କରାଯାଇଛି। ଏହି ଘଟଣା ଅଞ୍ଚଳରେ ଚାଞ୍ଚଲ୍ୟ ସୃଷ୍ଟି କରିଛି ଏବଂ ଲୋକମାନେ ଦୋଷୀଙ୍କୁ କଡ଼ା ଦଣ୍ଡ ଦେବାକୁ ଦାବି କରିଛନ୍ତି। ସମ୍ପୃକ୍ତ ଘଟଣାକୁ ନେଇ ସ୍ଥାନୀୟ ଲୋକମାନେ ଉଦ୍‌ବେଗ ପ୍ରକାଶ କରିଛନ୍ତି। ପୁଲିସ ଏବଂ ପ୍ରଶାସନ ପକ୍ଷରୁ ତଦନ୍ତ ଜାରି ରହିଛି। ଅଭିଯୁକ୍ତମାନଙ୍କୁ ଗିରଫ କରି ଅଦାଲତକୁ ଚାଲାଣ କରାଯାଇଛି। ଏହି ଘଟଣା ଅଞ୍ଚଳରେ ଚାଞ୍ଚଲ୍ୟ ସୃଷ୍ଟି କରିଛି ଏବଂ ଲୋକମାନେ ଦୋଷୀଙ୍କୁ କଡ଼ା ଦଣ୍ଡ ଦେବାକୁ ଦାବି କରିଛନ୍ତି। ସମ୍ପୃକ୍ତ ଘଟଣାକୁ ନେଇ ସ୍ଥାନୀୟ ଲୋକମାନେ ଉଦ୍‌ବେଗ ପ୍ରକାଶ କରିଛନ୍ତି। ପୁଲିସ ଏବଂ ପ୍ରଶାସନ ପକ୍ଷରୁ ତଦନ୍ତ ଜାରି ରହିଛି। ଅଭିଯୁକ୍ତମାନଙ୍କୁ ଗିରଫ କରି ଅଦାଲତକୁ ଚାଲାଣ କରାଯାଇଛି। ଏହି ଘଟଣା ଅଞ୍ଚଳରେ ଚାଞ୍ଚଲ୍ୟ ସୃଷ୍ଟି କରିଛି ଏବଂ ଲୋକମାନେ ଦୋଷୀଙ୍କୁ କଡ଼ା ଦଣ୍ଡ ଦେବାକୁ ଦାବି କରିଛନ୍ତି। ସମ୍ପୃକ୍ତ ଘଟଣାକୁ ନେଇ ସ୍ଥାନୀୟ ଲୋକମାନେ ଉଦ୍‌ବେଗ ପ୍ରକାଶ କରିଛନ୍ତି। ପୁଲିସ ଏବଂ ପ୍ରଶାସନ ପକ୍ଷରୁ ତଦନ୍ତ ଜାରି ରହିଛି। ଅଭିଯୁକ୍ତମାନଙ୍କୁ ଗିରଫ କରି ଅଦାଲତକୁ ଚାଲାଣ କରାଯାଇଛି। ଏହି ଘଟଣା ଅଞ୍ଚଳରେ ଚାଞ୍ଚଲ୍ୟ ସୃଷ୍ଟି କରିଛି ଏବଂ ଲୋକମାନେ ଦୋଷୀଙ୍କୁ କଡ଼ା ଦଣ୍ଡ ଦେବାକୁ ଦାବି କରିଛ — [270, 184, 327, 255]
a9-headline: ଥାନାରେ ପୁଲିସ୍-ଜନତା ଖଣ୍ଡଯୁଦ୍ଧ,୭ ଅଟକ — [164, 587, 323, 598]
page-label: ଓଡ଼ିଶା — [13, 68, 28, 75]
a1-body: ସମ୍ପୃକ୍ତ ଘଟଣାକୁ ନେଇ ସ୍ଥାନୀୟ ଲୋକମାନେ ଉଦ୍‌ବେଗ ପ୍ରକାଶ କରିଛନ୍ତି। ପୁଲିସ ଏବଂ ପ୍ରଶାସନ ପକ୍ଷରୁ ତଦନ୍ତ ଜାରି ରହିଛି। ଅଭିଯୁକ୍ତମାନଙ୍କୁ ଗିରଫ କରି ଅଦାଲତକୁ ଚାଲାଣ କରାଯାଇଛି। ଏହି ଘଟଣା ଅଞ୍ଚଳରେ ଚାଞ୍ଚଲ୍ୟ ସୃଷ୍ଟି କରିଛି ଏବଂ ଲୋକମାନେ ଦୋଷୀଙ୍କୁ କଡ଼ା ଦଣ୍ଡ ଦେବାକୁ ଦାବି କରିଛନ୍ତି। ସମ୍ପୃକ୍ତ ଘଟଣାକୁ ନେଇ ସ୍ଥାନୀୟ ଲୋକମାନେ ଉଦ୍‌ବେଗ ପ୍ରକାଶ କରିଛନ୍ତି। ପୁଲିସ ଏବଂ ପ୍ରଶାସନ ପକ୍ଷରୁ ତଦନ୍ତ ଜାରି ରହିଛି। ଅଭିଯୁକ୍ତମାନଙ୍କୁ ଗିରଫ କରି ଅଦାଲତକୁ ଚାଲାଣ କରାଯାଇଛି। ଏହି ଘଟଣା ଅଞ୍ଚଳରେ ଚାଞ୍ଚଲ୍ୟ ସୃଷ୍ଟି କରିଛି ଏବଂ ଲୋକମାନେ ଦୋଷୀଙ୍କୁ କଡ଼ା ଦଣ୍ଡ ଦେବାକୁ ଦାବି କରିଛନ୍ତି। ସମ୍ପୃକ୍ତ ଘଟଣାକୁ ନେଇ ସ୍ଥାନୀୟ ଲୋକମାନେ ଉଦ୍‌ବେଗ ପ୍ରକାଶ କରିଛନ୍ତି। ପୁଲିସ ଏବଂ ପ୍ରଶାସନ ପକ୍ଷରୁ ତଦନ୍ତ ଜାରି ରହିଛି। ଅଭିଯୁକ୍ତମାନଙ୍କୁ ଗିରଫ କରି ଅଦାଲତକୁ ଚାଲାଣ କରାଯାଇଛି। ଏହି ଘଟଣା ଅଞ୍ଚଳରେ ଚାଞ୍ଚଲ୍ୟ ସୃଷ୍ଟି କରିଛି ଏବଂ ଲୋକମାନେ ଦୋଷୀଙ୍କୁ କଡ଼ା ଦଣ୍ଡ ଦେବାକୁ ଦାବି କରିଛନ୍ତି। ସମ୍ପୃକ୍ତ ଘଟଣାକୁ ନେଇ ସ୍ଥାନୀୟ ଲୋକମାନେ ଉଦ୍‌ବେଗ ପ୍ରକାଶ କରିଛନ୍ତି। ପୁଲିସ ଏବଂ ପ୍ରଶାସନ ପକ୍ଷରୁ ତଦନ୍ତ ଜାରି ରହିଛି। ଅଭିଯୁକ୍ତମାନଙ୍କୁ ଗିରଫ କରି ଅଦାଲତକୁ ଚାଲାଣ କରାଯାଇଛି। ଏହି ଘଟଣା ଅଞ୍ଚଳରେ ଚାଞ୍ଚଲ୍ୟ ସୃଷ୍ଟି କରିଛି ଏବଂ ଲୋକମାନେ ଦୋଷୀଙ୍କୁ କଡ଼ା ଦଣ୍ଡ ଦେବାକୁ ଦାବି କରିଛନ୍ତି। ସମ୍ପୃକ୍ତ ଘଟଣାକୁ ନେଇ ସ୍ଥାନୀୟ ଲୋକମାନେ ଉଦ୍‌ବେଗ ପ୍ରକାଶ କରିଛନ୍ତି। ପୁଲିସ ଏବଂ ପ୍ରଶାସନ ପକ୍ଷରୁ ତଦନ୍ତ ଜାରି ରହିଛି। ଅଭିଯୁକ୍ତମାନଙ୍କୁ ଗିରଫ କରି ଅଦାଲତକୁ ଚାଲାଣ କରାଯାଇଛି। ଏହି ଘଟଣା ଅଞ୍ଚଳରେ ଚାଞ୍ଚଲ୍ୟ ସୃଷ୍ଟି କରିଛି ଏବଂ ଲୋକମାନେ ଦୋଷୀଙ୍କୁ କଡ଼ା ଦଣ୍ଡ ଦେବାକୁ ଦାବି କରିଛନ୍ତି। ସମ୍ପୃକ୍ତ ଘଟଣାକୁ ନେଇ ସ୍ଥାନୀୟ ଲୋକମାନେ ଉଦ୍‌ବେଗ ପ୍ରକାଶ କରିଛନ୍ତି। ପୁଲିସ ଏବଂ ପ୍ରଶାସନ ପକ୍ଷରୁ ତଦନ୍ତ ଜାରି ରହିଛି। ଅଭିଯୁକ୍ତମାନଙ୍କୁ ଗିରଫ କରି ଅଦାଲତକୁ ଚାଲାଣ କରାଯାଇଛି। ଏହି ଘଟଣା ଅଞ୍ଚଳରେ ଚାଞ୍ଚଲ୍ୟ ସୃଷ୍ଟି କରିଛି ଏବଂ ଲୋକମାନେ ଦୋଷୀଙ୍କୁ କଡ଼ା ଦଣ୍ଡ ଦେବାକୁ ଦାବି କରିଛନ୍ତି। ସମ୍ପୃକ୍ତ ଘଟଣାକୁ ନେଇ ସ୍ଥାନୀୟ ଲୋକମାନେ ଉଦ୍‌ବେଗ ପ୍ରକାଶ କରିଛନ୍ତି। ପୁଲିସ ଏବଂ ପ୍ରଶାସନ ପକ୍ଷରୁ ତଦନ୍ତ ଜାରି ରହିଛି। ଅଭିଯୁକ୍ତମାନଙ୍କୁ ଗିରଫ କରି ଅଦାଲତକୁ ଚାଲାଣ କରାଯାଇଛି। ଏହି ଘଟଣା ଅଞ୍ଚଳରେ ଚାଞ୍ଚଲ୍ୟ ସୃଷ୍ଟି କରିଛି ଏବଂ ଲୋକମାନେ ଦୋଷୀଙ୍କୁ କଡ଼ା ଦଣ୍ଡ ଦେବାକୁ ଦାବି କରିଛନ୍ତି। ସମ୍ପୃକ୍ତ ଘଟଣାକୁ ନେଇ ସ୍ଥାନୀୟ ଲୋକମାନେ ଉଦ୍‌ବେଗ ପ୍ରକାଶ କରିଛନ୍ତି। ପୁଲିସ ଏବଂ ପ୍ରଶାସନ ପକ୍ଷରୁ ତଦନ୍ତ ଜାରି ରହିଛି। ଅଭିଯୁକ୍ତମାନଙ୍କୁ ଗିରଫ କରି ଅଦାଲତକୁ ଚାଲାଣ କରାଯାଇଛି। ଏହି ଘଟଣା ଅଞ୍ଚଳରେ ଚାଞ୍ଚଲ୍ୟ ସୃଷ୍ଟି କରିଛି ଏବଂ ଲୋକମାନେ ଦୋଷୀଙ୍କୁ କଡ଼ା ଦଣ୍ଡ ଦେବାକୁ ଦାବି କରିଛନ୍ତି। ସମ୍ପୃକ୍ତ ଘଟଣାକୁ ନେଇ ସ୍ଥାନୀୟ ଲୋକମାନେ ଉଦ୍‌ବେଗ ପ୍ରକାଶ କରିଛନ୍ତି। ପୁଲିସ ଏବଂ ପ୍ରଶାସନ ପକ୍ଷରୁ ତଦନ୍ତ ଜାରି — [6, 211, 66, 354]
a6-body: ସମ୍ପୃକ୍ତ ଘଟଣାକୁ ନେଇ ସ୍ଥାନୀୟ ଲୋକମାନେ ଉଦ୍‌ବେଗ ପ୍ରକାଶ କରିଛନ୍ତି। ପୁଲିସ ଏବଂ ପ୍ରଶାସନ ପକ୍ଷରୁ ତଦନ୍ତ ଜାରି ରହିଛି। ଅଭିଯୁକ୍ତମାନଙ୍କୁ ଗିରଫ କରି ଅଦାଲତକୁ ଚାଲାଣ କରାଯାଇଛି। ଏହି ଘଟଣା ଅଞ୍ଚଳରେ ଚାଞ୍ଚଲ୍ୟ ସୃଷ୍ଟି କରିଛି ଏବଂ ଲୋକମାନେ ଦୋଷୀଙ୍କୁ କଡ଼ା ଦଣ୍ଡ ଦେବାକୁ ଦାବି କରିଛନ୍ତି। ସମ୍ପୃକ୍ତ ଘଟଣାକୁ ନେଇ ସ୍ଥାନୀୟ ଲୋକମାନେ ଉଦ୍‌ବେଗ ପ୍ରକାଶ କରିଛନ୍ତି। ପୁଲିସ ଏବଂ ପ୍ରଶାସନ ପକ୍ଷରୁ ତଦନ୍ତ ଜାରି ରହିଛି। ଅଭିଯୁକ୍ତମାନଙ୍କୁ ଗିରଫ କରି ଅଦାଲତକୁ ଚାଲାଣ କରାଯାଇଛି। ଏହି ଘଟଣା ଅଞ୍ଚଳରେ ଚାଞ୍ଚଲ୍ୟ ସୃଷ୍ଟି କରିଛି ଏବଂ ଲୋକମାନେ ଦୋଷୀଙ୍କୁ କଡ଼ା ଦଣ୍ଡ ଦେବାକୁ ଦାବି କରିଛନ୍ତି। ସମ୍ପୃକ୍ତ ଘଟଣାକୁ ନେଇ ସ୍ଥାନୀୟ ଲୋକମାନେ ଉଦ୍‌ବେଗ ପ୍ରକାଶ କରିଛନ୍ତି। ପୁଲିସ ଏବଂ ପ୍ରଶାସନ ପକ୍ଷରୁ ତଦନ୍ତ ଜାରି ରହିଛି। ଅଭିଯୁକ୍ତମାନଙ୍କୁ ଗିରଫ କରି ଅଦାଲତକୁ ଚାଲାଣ କରାଯାଇଛି। ଏହି ଘଟଣା ଅଞ୍ଚଳରେ ଚାଞ୍ଚଲ୍ୟ ସୃଷ୍ଟି କରିଛି ଏବଂ ଲୋକମାନେ ଦୋଷୀଙ୍କୁ କଡ଼ା ଦଣ୍ଡ ଦେବାକୁ ଦାବି କରିଛନ୍ତି। ସମ୍ପୃକ୍ତ ଘଟଣାକୁ ନେଇ ସ୍ଥାନୀୟ ଲୋକମାନେ ଉଦ୍‌ବେଗ ପ୍ରକାଶ କରିଛନ୍ତି। ପୁଲିସ ଏବଂ ପ୍ରଶାସନ ପକ୍ଷରୁ ତଦନ୍ତ ଜାରି ରହିଛି। ଅଭିଯୁକ୍ତମାନଙ୍କୁ ଗିରଫ କରି ଅଦାଲତକୁ ଚାଲାଣ କରାଯାଇଛି। ଏହି ଘଟଣା ଅଞ୍ଚଳରେ ଚାଞ୍ଚଲ୍ୟ ସୃଷ୍ଟି କରିଛି ଏବଂ ଲୋକମାନେ ଦୋଷୀଙ୍କୁ କଡ଼ା ଦଣ୍ଡ ଦେବାକୁ ଦାବି କରିଛନ୍ତି। ସମ୍ପୃକ୍ତ ଘଟଣାକୁ ନେଇ ସ୍ଥାନୀୟ ଲୋକମାନେ ଉଦ୍‌ବେଗ ପ୍ରକାଶ କରିଛନ୍ତି। ପୁଲିସ ଏବଂ ପ୍ରଶାସନ ପକ୍ଷରୁ ତଦନ୍ତ ଜାରି ରହିଛି। ଅଭିଯୁକ୍ତମାନଙ୍କୁ ଗିରଫ କରି ଅଦାଲତକୁ ଚାଲାଣ କ — [78, 496, 132, 584]
a1-body-2: ସମ୍ପୃକ୍ତ ଘଟଣାକୁ ନେଇ ସ୍ଥାନୀୟ ଲୋକମାନେ ଉଦ୍‌ବେଗ ପ୍ରକାଶ କରିଛନ୍ତି। ପୁଲିସ ଏବଂ ପ୍ରଶାସନ ପକ୍ଷରୁ ତଦନ୍ତ ଜାରି ରହିଛି। ଅଭିଯୁକ୍ତମାନଙ୍କୁ ଗିରଫ କରି ଅଦାଲତକୁ ଚାଲାଣ କରାଯାଇଛି। ଏହି ଘଟଣା ଅଞ୍ଚଳରେ ଚାଞ୍ଚଲ୍ୟ ସୃଷ୍ଟି କରିଛି ଏବଂ ଲୋକମାନେ ଦୋଷୀଙ୍କୁ କଡ଼ା ଦଣ୍ଡ ଦେବାକୁ ଦାବି କରିଛନ୍ତି। ସମ୍ପୃକ୍ତ ଘଟଣାକୁ ନେଇ ସ୍ଥାନୀୟ ଲୋକମାନେ ଉଦ୍‌ବେଗ ପ୍ରକାଶ କରିଛନ୍ତି। ପୁଲିସ ଏବଂ ପ୍ରଶାସନ ପକ୍ଷରୁ ତଦନ୍ତ ଜାରି ରହିଛି। ଅଭିଯୁକ୍ତମାନଙ୍କୁ ଗିରଫ କରି ଅଦାଲତକୁ ଚାଲାଣ କରାଯାଇଛି। ଏହି ଘଟଣା ଅଞ୍ଚଳରେ ଚାଞ୍ଚଲ୍ୟ ସୃଷ୍ଟି କରିଛି ଏବଂ ଲୋକମାନେ ଦୋଷୀଙ୍କୁ କଡ଼ା ଦଣ୍ଡ ଦେବାକୁ ଦାବି କରିଛନ୍ତି। ସମ୍ପୃକ୍ତ ଘଟଣାକୁ ନେଇ ସ୍ଥାନୀୟ ଲୋକମାନେ ଉଦ୍‌ବେଗ ପ୍ରକାଶ କରିଛନ୍ତି। ପୁଲିସ ଏବଂ ପ୍ରଶାସନ ପକ୍ଷରୁ ତଦନ୍ତ ଜାରି ରହିଛି। ଅଭିଯୁକ୍ତମାନଙ୍କୁ ଗିରଫ କରି ଅଦାଲତକୁ ଚାଲାଣ କରାଯାଇଛି। ଏହି ଘଟଣା ଅଞ୍ଚଳରେ ଚାଞ୍ଚଲ୍ୟ ସୃଷ୍ଟି କରିଛି ଏବଂ ଲୋକମାନେ ଦୋଷୀଙ୍କୁ କଡ଼ା ଦଣ୍ଡ ଦେବାକୁ ଦାବି କରିଛନ୍ତି। ସମ୍ପୃକ୍ତ ଘଟଣାକୁ ନେଇ ସ୍ଥାନୀୟ ଲୋକମାନେ ଉଦ୍‌ବେଗ ପ୍ରକାଶ କରିଛନ୍ତି। ପୁଲିସ ଏବଂ ପ୍ରଶାସନ ପକ୍ଷରୁ ତଦନ୍ତ ଜାରି ରହିଛି। ଅଭିଯୁକ୍ତମାନଙ୍କୁ ଗିରଫ କରି ଅଦାଲତକୁ ଚାଲାଣ କରାଯାଇଛି। ଏହି ଘଟଣା ଅଞ୍ଚଳରେ ଚାଞ୍ଚଲ୍ୟ ସୃଷ୍ଟି କରିଛି ଏବଂ ଲୋକମାନେ ଦୋଷୀଙ୍କୁ କଡ଼ା ଦଣ୍ଡ ଦେବାକୁ ଦାବି କରିଛନ୍ତି। ସମ୍ପୃକ୍ତ ଘଟଣାକୁ ନେଇ ସ୍ଥାନୀୟ ଲୋକମାନେ ଉଦ୍‌ବେଗ ପ୍ରକାଶ କରିଛନ୍ତି। ପୁଲିସ ଏବଂ ପ୍ରଶାସନ ପକ୍ଷରୁ ତଦନ୍ତ ଜାରି ରହିଛି। ଅଭିଯୁକ୍ତମାନଙ୍କୁ ଗିରଫ କରି ଅଦାଲତକୁ ଚାଲାଣ କରାଯାଇଛି। ଏହି ଘଟଣା ଅଞ୍ଚଳରେ ଚାଞ୍ଚଲ୍ୟ ସୃଷ୍ଟି କରିଛି ଏବଂ ଲୋକମାନେ ଦୋଷୀଙ୍କୁ କଡ଼ା ଦଣ୍ଡ ଦେବାକୁ ଦାବି କରିଛନ୍ତି। ସମ୍ପୃକ୍ତ ଘଟଣାକୁ ନେଇ ସ୍ଥାନୀୟ ଲୋକମାନେ ଉଦ୍‌ବେଗ ପ୍ରକାଶ କରିଛନ୍ତି। — [67, 246, 117, 354]
event-photo — [140, 372, 198, 418]
r4-body: ସମ୍ପୃକ୍ତ ଘଟଣାକୁ ନେଇ ସ୍ଥାନୀୟ ଲୋକମାନେ ଉଦ୍‌ବେଗ ପ୍ରକାଶ କରିଛନ୍ତି। ପୁଲିସ ଏବଂ ପ୍ରଶାସନ ପକ୍ଷରୁ ତଦନ୍ତ ଜାରି ରହିଛି। ଅଭିଯୁକ୍ତମାନଙ୍କୁ ଗିରଫ କରି ଅଦାଲତକୁ ଚାଲାଣ କରାଯାଇଛି। ଏହି ଘଟଣା ଅଞ୍ଚଳରେ ଚାଞ୍ଚଲ୍ୟ ସୃଷ୍ଟି କରିଛି ଏବଂ ଲୋକମାନେ ଦୋଷୀଙ୍କୁ କଡ଼ା ଦଣ୍ଡ ଦେବାକୁ ଦାବି କରିଛନ୍ତି। ସମ୍ପୃକ୍ତ ଘଟଣାକୁ ନେଇ ସ୍ଥାନୀୟ ଲୋକମାନେ ଉଦ୍‌ବେଗ ପ୍ରକାଶ କରିଛନ୍ତି। ପୁଲିସ ଏବଂ ପ୍ରଶାସନ ପକ୍ଷରୁ ତଦନ୍ତ ଜାରି ରହିଛି। ଅଭିଯୁକ୍ତମାନଙ୍କୁ ଗିରଫ କରି ଅଦାଲତକୁ ଚାଲାଣ କରାଯାଇଛି। ଏହି ଘଟଣା ଅଞ୍ଚଳରେ ଚାଞ୍ଚଲ୍ୟ ସୃଷ୍ଟି କରିଛି ଏବଂ ଲୋକମାନେ ଦୋଷୀଙ୍କୁ କଡ଼ା ଦଣ୍ଡ ଦେବାକୁ ଦାବି କରିଛନ୍ତି। ସମ୍ପୃକ୍ତ ଘଟଣାକୁ ନେଇ ସ୍ଥାନୀୟ ଲୋକମାନେ ଉଦ୍‌ବେଗ ପ୍ରକାଶ କରିଛନ୍ତି। ପୁଲିସ ଏବଂ ପ୍ରଶାସନ ପକ୍ଷରୁ ତଦନ୍ତ ଜାରି ରହିଛି। ଅଭିଯୁକ୍ତମାନଙ୍କୁ ଗିରଫ କରି ଅଦାଲତକୁ ଚାଲାଣ କରାଯାଇଛି। ଏହି ଘଟଣା ଅଞ୍ଚଳରେ ଚାଞ୍ଚଲ୍ୟ ସୃଷ୍ଟି କରିଛି ଏବଂ ଲୋକମାନେ ଦୋଷୀଙ୍କୁ କଡ଼ା ଦଣ୍ଡ ଦେବାକୁ ଦାବି କରିଛନ୍ତି। ସମ୍ପୃକ୍ତ ଘଟଣାକୁ ନେଇ ସ୍ଥାନୀୟ ଲୋକମାନେ ଉଦ୍‌ବେଗ ପ୍ରକାଶ କରିଛନ୍ତି। ପୁଲିସ ଏବଂ ପ୍ରଶାସନ ପକ୍ଷରୁ ତଦନ୍ତ ଜାରି ରହିଛି। ଅଭିଯୁକ୍ତମାନଙ୍କୁ ଗିରଫ କରି ଅଦାଲତକୁ ଚାଲାଣ କରାଯାଇଛି। ଏହି ଘଟଣା ଅଞ୍ଚଳରେ ଚାଞ୍ଚଲ୍ୟ ସୃଷ୍ଟି କରିଛି ଏବଂ ଲୋକମାନେ ଦୋଷୀଙ୍କୁ କଡ଼ା ଦଣ୍ଡ ଦେବାକୁ ଦାବି କରିଛନ୍ତି। ସମ୍ପୃକ୍ତ ଘଟଣାକୁ ନେଇ ସ୍ଥାନୀୟ ଲୋକମାନେ ଉଦ୍‌ବେଗ ପ୍ରକାଶ କରିଛନ୍ତି। ପୁଲିସ ଏବଂ ପ୍ରଶାସନ ପକ୍ଷରୁ ତଦନ୍ତ ଜାରି ରହିଛି। ଅଭିଯୁକ୍ତମାନଙ୍କୁ ଗିରଫ କରି ଅଦାଲତକୁ ଚାଲାଣ କରାଯାଇଛି। ଏହି ଘଟଣା ଅଞ୍ଚଳରେ ଚାଞ୍ଚଲ୍ୟ ସୃଷ୍ଟି କରିଛି ଏ — [331, 486, 411, 546]
r3-body: ସମ୍ପୃକ୍ତ ଘଟଣାକୁ ନେଇ ସ୍ଥାନୀୟ ଲୋକମାନେ ଉଦ୍‌ବେଗ ପ୍ରକାଶ କରିଛନ୍ତି। ପୁଲିସ ଏବଂ ପ୍ରଶାସନ ପକ୍ଷରୁ ତଦନ୍ତ ଜାରି ରହିଛି। ଅଭିଯୁକ୍ତମାନଙ୍କୁ ଗିରଫ କରି ଅଦାଲତକୁ ଚାଲାଣ କରାଯାଇଛି। ଏହି ଘଟଣା ଅଞ୍ଚଳରେ ଚାଞ୍ଚଲ୍ୟ ସୃଷ୍ଟି କରିଛି ଏବଂ ଲୋକମାନେ ଦୋଷୀଙ୍କୁ କଡ଼ା ଦଣ୍ଡ ଦେବାକୁ ଦାବି କରିଛନ୍ତି। ସମ୍ପୃକ୍ତ ଘଟଣାକୁ ନେଇ ସ୍ଥାନୀୟ ଲୋକମାନେ ଉଦ୍‌ବେଗ ପ୍ରକାଶ କରିଛନ୍ତି। ପୁଲିସ ଏବଂ ପ୍ରଶାସନ ପକ୍ଷରୁ ତଦନ୍ତ ଜାରି ରହିଛି। ଅଭିଯୁକ୍ତମାନଙ୍କୁ ଗିରଫ କରି ଅଦାଲତକୁ ଚାଲାଣ କରାଯାଇଛି। ଏହି ଘଟଣା ଅଞ୍ଚଳରେ ଚାଞ୍ଚଲ୍ୟ ସୃଷ୍ଟି କରିଛି ଏବଂ ଲୋକମାନେ ଦୋଷୀଙ୍କୁ କଡ଼ା ଦଣ୍ଡ ଦେବାକୁ ଦାବି କରିଛନ୍ତି। ସମ୍ପୃକ୍ତ ଘଟଣାକୁ ନେଇ ସ୍ଥାନୀୟ ଲୋକମାନେ ଉଦ୍‌ବେଗ ପ୍ରକାଶ କରିଛନ୍ତି। ପୁଲିସ ଏବଂ ପ୍ରଶାସନ ପକ୍ଷରୁ ତଦନ୍ତ ଜାରି ରହିଛି। ଅଭିଯୁକ୍ତମାନଙ୍କୁ ଗିରଫ କରି ଅଦାଲତକୁ ଚାଲାଣ କରାଯାଇଛି। ଏହି ଘଟଣା ଅଞ୍ଚଳରେ ଚାଞ୍ଚଲ୍ୟ ସୃଷ୍ଟି କରିଛି ଏବଂ ଲୋକମାନେ ଦୋଷୀଙ୍କୁ କଡ଼ା ଦଣ୍ଡ ଦେବାକୁ ଦାବି କରିଛନ୍ତି। ସମ୍ପୃକ୍ତ ଘଟଣାକୁ ନେଇ ସ୍ଥାନୀୟ ଲୋକମାନେ ଉଦ୍‌ବେଗ ପ୍ରକାଶ କରିଛନ୍ତି। ପୁଲିସ ଏବଂ ପ୍ରଶାସନ ପକ୍ଷରୁ ତଦନ୍ତ ଜାରି ରହିଛି। ଅଭିଯୁକ୍ତମାନଙ୍କୁ ଗିରଫ କରି ଅଦାଲତକୁ ଚାଲାଣ କରାଯାଇଛି। ଏହି ଘଟଣା ଅଞ୍ଚଳରେ ଚାଞ୍ଚଲ୍ୟ ସୃଷ୍ଟି କରିଛି ଏବଂ ଲୋକମାନେ ଦୋଷୀଙ୍କୁ କଡ଼ା ଦଣ୍ଡ ଦେବାକୁ ଦାବି କରିଛନ୍ତି। ସମ୍ପୃକ୍ତ ଘଟଣାକୁ ନେଇ ସ୍ଥାନୀୟ ଲୋକମାନେ ଉଦ୍‌ବେଗ ପ୍ରକାଶ କରିଛନ୍ତି। ପୁଲିସ ଏବଂ ପ୍ରଶାସନ ପକ୍ଷରୁ ତଦନ୍ତ ଜାରି ରହିଛି। ଅଭିଯୁକ୍ତମାନଙ୍କୁ ଗିରଫ କରି ଅଦାଲତକୁ ଚାଲାଣ କରାଯାଇଛି। ଏହି ଘଟଣା ଅଞ୍ଚଳରେ ଚାଞ୍ଚଲ୍ୟ ସୃଷ୍ଟି କରିଛି ଏବଂ ଲୋକମାନେ ଦୋଷୀଙ୍କୁ କଡ଼ା ଦଣ୍ଡ ଦେବାକୁ ଦାବି କରିଛନ୍ତି। ସମ୍ପୃକ୍ତ ଘଟଣାକୁ ନେଇ ସ୍ଥାନୀୟ ଲୋକମାନେ ଉଦ୍‌ବେଗ ପ୍ରକାଶ କରିଛନ୍ତି। ପୁଲିସ ଏବଂ ପ୍ରଶାସନ ପକ୍ଷରୁ ତଦନ୍ତ ଜାରି ରହିଛି। ଅଭିଯୁକ୍ତମାନଙ୍କୁ ଗିରଫ କରି ଅଦାଲତକୁ ଚାଲାଣ କରାଯାଇଛି। ଏହି ଘଟଣା ଅଞ୍ଚଳରେ ଚାଞ୍ଚଲ୍ୟ ସୃଷ୍ଟି କରିଛି ଏବଂ ଲୋକମାନେ ଦୋଷୀଙ୍କୁ କଡ଼ା ଦଣ୍ଡ ଦେବାକୁ ଦାବି କରିଛନ୍ତି। ସମ୍ପୃକ୍ତ ଘଟଣାକୁ ନେଇ ସ୍ଥାନୀୟ ଲୋକମାନେ ଉଦ୍‌ବେଗ ପ୍ରକାଶ କରିଛନ୍ତି। ପୁଲିସ ଏବଂ ପ୍ରଶାସନ ପକ୍ଷରୁ ତଦନ୍ତ ଜାରି ରହିଛି। ଅଭିଯୁକ୍ତମାନଙ୍କୁ ଗିରଫ କରି ଅଦାଲତକୁ ଚାଲାଣ କରାଯାଇଛି। ଏହି ଘଟଣା ଅଞ୍ଚଳରେ ଚାଞ୍ଚଲ୍ୟ ସୃଷ୍ଟି କରିଛି ଏବଂ ଲୋକମାନେ ଦୋଷୀଙ୍କୁ କଡ଼ା ଦଣ୍ଡ ଦେବାକୁ ଦାବି କରିଛନ୍ତି। ସମ୍ପୃକ୍ତ ଘଟଣାକୁ ନେଇ ସ୍ଥାନୀୟ ଲୋକମାନେ ଉଦ୍‌ବେଗ ପ୍ରକାଶ କରିଛନ୍ତି। ପୁଲିସ ଏବଂ ପ୍ରଶାସନ ପକ୍ଷରୁ ତଦନ୍ତ ଜାରି ରହିଛି। ଅଭିଯୁକ୍ତମାନଙ୍କୁ ଗିରଫ କରି ଅଦାଲତକୁ ଚାଲାଣ କରାଯାଇଛି। ଏହି ଘଟଣା ଅଞ୍ଚଳରେ ଚାଞ୍ଚଲ୍ୟ ସୃଷ୍ଟି କରିଛି ଏବଂ ଲୋକମାନେ ଦୋଷୀଙ୍କୁ କଡ଼ା ଦଣ୍ଡ ଦେବାକୁ ଦାବି କରିଛନ୍ତି। ସମ୍ପୃକ୍ତ ଘଟଣାକୁ ନେଇ ସ୍ଥାନୀୟ ଲୋକମାନେ ଉଦ୍‌ବେଗ ପ୍ରକାଶ କରିଛନ୍ତି। ପୁଲିସ ଏବଂ ପ୍ରଶାସନ ପକ୍ଷରୁ ତଦନ୍ତ ଜାରି ରହିଛି। ଅଭିଯୁକ୍ତମାନଙ୍କୁ ଗିରଫ କରି ଅଦାଲତକୁ ଚାଲାଣ କରାଯାଇଛି। ଏହି ଘଟଣା ଅଞ୍ଚଳରେ ଚାଞ୍ଚଲ୍ୟ ସୃଷ୍ଟି କରିଛି ଏବଂ ଲୋକମାନେ ଦୋଷୀଙ୍କୁ କଡ଼ା ଦଣ୍ଡ ଦେବାକୁ ଦାବି କରିଛନ୍ତି। ସମ୍ପୃକ୍ତ ଘଟଣାକୁ ନେଇ ସ୍ଥାନୀୟ ଲୋକମାନେ ଉଦ୍‌ବେଗ ପ୍ରକାଶ କରିଛନ୍ତି। ପୁଲିସ ଏବଂ ପ୍ରଶାସନ ପକ୍ଷରୁ ତଦନ୍ତ ଜାରି ରହିଛି। ଅଭିଯୁକ୍ତମାନଙ୍କୁ ଗିରଫ କରି ଅଦାଲତକୁ ଚାଲାଣ କରାଯାଇଛି। ଏହି ଘଟଣା ଅଞ୍ଚଳରେ ଚାଞ୍ଚଲ୍ୟ ସୃଷ୍ଟି କରିଛି ଏବଂ ଲୋକମାନେ ଦୋଷୀଙ୍କୁ କଡ଼ା ଦଣ୍ଡ ଦେବାକୁ ଦାବି କରିଛନ୍ତି। ସମ୍ପୃକ୍ତ ଘଟଣାକୁ ନେଇ ସ୍ଥାନୀୟ ଲୋକମାନେ ଉଦ୍‌ବେଗ ପ୍ରକାଶ କରିଛନ୍ତି। ପୁଲିସ ଏବଂ ପ୍ରଶାସନ ପକ୍ଷରୁ ତଦନ୍ତ ଜାରି ରହିଛି। ଅଭିଯୁକ୍ତମାନଙ୍କୁ ଗିରଫ କରି ଅଦାଲତକୁ ଚାଲାଣ କରାଯାଇଛି। ଏହି ଘଟଣା ଅଞ୍ଚଳରେ ଚାଞ୍ଚଲ୍ୟ ସୃଷ୍ଟି କରିଛି ଏବଂ ଲୋକମାନେ ଦୋଷୀଙ୍କୁ କଡ଼ା ଦଣ୍ଡ ଦେବାକୁ ଦାବି କରିଛନ୍ତି। ସମ୍ପୃକ୍ତ ଘଟଣାକୁ ନେଇ ସ୍ଥାନୀୟ ଲୋକମାନେ ଉଦ୍‌ବେଗ ପ୍ରକାଶ କରିଛନ୍ତି। ପୁଲିସ ଏବଂ ପ୍ରଶାସନ ପକ୍ଷରୁ ତଦନ୍ତ ଜାରି ରହିଛି। ଅଭିଯୁକ୍ତମାନଙ୍କୁ ଗିରଫ କରି ଅଦାଲତକୁ ଚାଲାଣ କରାଯାଇଛି। ଏହି ଘଟଣା ଅଞ୍ଚଳରେ ଚାଞ୍ଚଲ୍ୟ ସୃଷ୍ଟି କରିଛି ଏବଂ ଲୋକମାନେ ଦୋଷୀଙ୍କୁ କଡ଼ା ଦଣ୍ଡ ଦେବାକୁ ଦାବି କରିଛନ୍ତି। ସମ୍ପୃକ୍ତ ଘଟଣାକୁ ନେଇ ସ୍ଥାନୀୟ ଲୋକମାନେ ଉଦ୍‌ବେଗ ପ୍ରକାଶ କରିଛନ୍ତି। ପୁଲିସ ଏବଂ ପ୍ରଶାସନ ପକ୍ଷରୁ ତଦନ୍ତ ଜାରି ରହିଛି। ଅଭିଯୁକ୍ତମାନଙ୍କୁ ଗିରଫ କରି ଅଦାଲତକୁ ଚାଲାଣ କରାଯାଇଛି। ଏହି ଘଟଣା ଅଞ୍ଚଳରେ ଚାଞ୍ଚଲ୍ୟ ସୃଷ୍ଟି କରିଛି ଏବଂ ଲୋକମାନେ ଦୋଷୀଙ୍କୁ କଡ଼ା ଦଣ୍ଡ ଦେବାକୁ ଦାବି କରିଛନ୍ତି। ସମ୍ପୃକ୍ତ ଘଟଣାକୁ ନେଇ ସ୍ଥାନୀୟ ଲୋକମାନେ ଉଦ୍‌ବେଗ ପ୍ରକାଶ କରିଛନ୍ତି। ପୁଲିସ ଏବଂ ପ୍ରଶାସନ ପକ୍ଷରୁ ତଦନ୍ତ ଜାରି ରହିଛି। ଅଭିଯୁକ୍ତମାନଙ୍କୁ ଗିରଫ କରି ଅଦାଲତକୁ ଚାଲାଣ କରାଯାଇଛି। ଏହି ଘଟଣା ଅଞ୍ଚଳରେ ଚାଞ୍ଚଲ୍ୟ ସୃଷ୍ଟି କରିଛି ଏବଂ ଲୋକମାନେ ଦୋଷୀଙ୍କୁ କଡ଼ା ଦଣ୍ଡ ଦେବାକୁ ଦାବି କରିଛନ୍ତି। ସମ୍ପୃକ୍ତ ଘଟଣାକୁ ନେଇ ସ୍ଥାନୀୟ ଲୋକମାନେ ଉଦ୍‌ବେଗ ପ୍ରକାଶ କରିଛନ୍ତି। ପୁଲିସ ଏବଂ ପ୍ରଶାସନ ପକ୍ଷରୁ ତଦନ୍ତ ଜାରି ରହିଛି। ଅଭିଯୁକ୍ତମାନଙ୍କୁ ଗିରଫ କରି ଅଦାଲତକୁ ଚାଲାଣ କରାଯାଇଛି। ଏହି ଘଟଣା ଅଞ୍ଚଳରେ ଚାଞ୍ଚଲ୍ୟ ସୃଷ୍ଟି କରିଛି ଏବଂ ଲୋକମାନେ ଦୋଷୀଙ୍କୁ କଡ଼ା ଦଣ୍ଡ ଦେବାକୁ ଦାବି କରିଛନ୍ତି। ସମ୍ପୃକ୍ତ ଘଟଣାକୁ ନେଇ ସ୍ଥାନୀୟ ଲୋକମାନେ ଉଦ୍‌ବେଗ ପ୍ରକାଶ କରିଛନ୍ତି। ପୁଲିସ ଏବଂ ପ୍ରଶାସନ ପକ୍ଷରୁ ତଦନ୍ତ ଜାରି ରହିଛି। ଅଭିଯୁକ୍ତମାନଙ୍କୁ ଗିରଫ କରି ଅଦାଲତକୁ ଚାଲାଣ କରାଯାଇଛି। ଏହି ଘଟଣା ଅଞ୍ଚଳରେ ଚାଞ୍ଚଲ୍ୟ ସୃଷ୍ଟି କରିଛି ଏବଂ ଲୋକମାନେ ଦୋଷୀଙ୍କୁ କଡ଼ା ଦଣ୍ଡ ଦେବାକୁ ଦାବି କରିଛନ୍ତି। ସମ୍ପୃକ୍ତ ଘଟଣାକୁ ନେଇ ସ୍ଥାନୀୟ ଲୋକମାନେ ଉଦ୍‌ବେଗ ପ୍ରକାଶ କରିଛନ୍ତି। ପୁଲିସ ଏବଂ ପ୍ରଶାସନ ପକ୍ଷରୁ ତଦନ୍ତ ଜାରି ରହିଛି। ଅଭିଯୁକ୍ତମାନଙ୍କୁ ଗିରଫ କରି ଅଦାଲତକୁ ଚାଲାଣ କରାଯାଇଛି। ଏହି ଘଟଣା ଅଞ୍ଚଳରେ ଚାଞ୍ଚଲ୍ୟ ସୃଷ୍ଟି କରିଛି ଏବଂ ଲୋକମାନେ ଦୋଷୀଙ୍କୁ କଡ଼ା ଦଣ୍ଡ ଦେବାକୁ ଦାବି କରିଛନ୍ତି। ସମ୍ପୃକ୍ତ ଘଟଣାକୁ ନେଇ ସ୍ଥାନୀୟ ଲୋକମାନେ ଉଦ୍‌ବେଗ ପ୍ରକାଶ କରିଛନ୍ତି। ପୁଲିସ ଏବଂ ପ୍ରଶାସନ ପକ୍ଷରୁ ତଦନ୍ତ ଜାରି ରହିଛି। ଅଭିଯୁକ୍ତମାନଙ୍କୁ ଗିରଫ କରି ଅଦାଲତକୁ ଚାଲାଣ କରାଯାଇଛି। ଏହି ଘଟଣା ଅଞ୍ଚଳରେ ଚାଞ୍ଚଲ୍ୟ ସୃଷ୍ଟି କରିଛି ଏବଂ ଲୋକମାନେ ଦୋଷୀଙ୍କୁ କଡ଼ା ଦଣ୍ଡ ଦେବାକୁ ଦାବି କରିଛନ୍ତି। ସମ୍ପୃକ୍ତ ଘଟଣାକୁ ନେଇ ସ୍ଥାନୀୟ ଲୋକମାନେ ଉଦ୍‌ବେଗ ପ୍ରକାଶ କରିଛନ୍ତି। ପୁଲିସ ଏବଂ ପ୍ରଶାସନ ପକ୍ଷରୁ ତଦନ୍ତ ଜାରି ରହିଛି। ଅଭିଯୁକ୍ତମାନଙ୍କୁ ଗିରଫ କରି ଅଦାଲତକୁ ଚାଲାଣ କରାଯାଇଛି। ଏହି ଘଟଣା ଅଞ୍ଚଳରେ ଚାଞ୍ଚଲ୍ୟ ସୃଷ୍ଟି କରିଛି ଏବଂ ଲୋକମାନେ ଦୋଷୀଙ୍କୁ କଡ଼ା ଦଣ୍ଡ — [331, 356, 496, 471]
r4-kicker: ବ୍ରାଉନସୁଗାର ଜବତ, ୧ ଗିରଫ — [371, 474, 456, 482]
a6-body-3: ସମ୍ପୃକ୍ତ ଘଟଣାକୁ ନେଇ ସ୍ଥାନୀୟ ଲୋକମାନେ ଉଦ୍‌ବେଗ ପ୍ରକାଶ କରିଛନ୍ତି। ପୁଲିସ ଏବଂ ପ୍ରଶାସନ ପକ୍ଷରୁ ତଦନ୍ତ ଜାରି ରହିଛି। ଅଭିଯୁକ୍ତମାନଙ୍କୁ ଗିରଫ କରି ଅଦାଲତକୁ ଚାଲାଣ କରାଯାଇଛି। ଏହି ଘଟଣା ଅଞ୍ଚଳରେ ଚାଞ୍ଚଲ୍ୟ ସୃଷ୍ଟି କରିଛି ଏବଂ ଲୋକମାନେ ଦୋଷୀଙ୍କୁ କଡ଼ା ଦଣ୍ଡ ଦେବାକୁ ଦାବି କରିଛନ୍ତି। ସମ୍ପୃକ୍ତ ଘଟଣାକୁ ନେଇ ସ୍ଥାନୀୟ ଲୋକମାନେ ଉଦ୍‌ବେଗ ପ୍ରକାଶ କରିଛନ୍ତି। ପୁଲିସ ଏବଂ ପ୍ରଶାସନ ପକ୍ଷରୁ ତଦନ୍ତ ଜାରି ରହିଛି। ଅଭିଯୁକ୍ତମାନଙ୍କୁ ଗିରଫ କରି ଅଦାଲତକୁ ଚାଲାଣ କରାଯାଇଛି। ଏହି ଘଟଣା ଅଞ୍ଚଳରେ ଚାଞ୍ଚଲ୍ୟ ସୃଷ୍ଟି କରିଛି ଏବଂ ଲୋକମାନେ ଦୋଷୀଙ୍କୁ କଡ଼ା ଦଣ୍ଡ ଦେବାକୁ ଦାବି କରିଛନ୍ତି। ସମ୍ପୃକ୍ତ ଘଟଣାକୁ ନେଇ ସ୍ଥାନୀୟ ଲୋକମାନେ ଉଦ୍‌ବେଗ ପ୍ରକାଶ କରିଛନ୍ତି। ପୁଲିସ ଏବଂ ପ୍ରଶାସନ ପକ୍ଷରୁ ତଦନ୍ତ ଜାରି ରହିଛି। ଅଭିଯୁକ୍ତମାନଙ୍କୁ ଗିରଫ କରି ଅଦାଲତକୁ ଚାଲାଣ କରାଯାଇଛି। ଏହି ଘଟଣା ଅଞ୍ଚଳରେ ଚାଞ୍ଚଲ୍ୟ ସୃଷ୍ଟି କରିଛି ଏବଂ ଲୋକମାନେ ଦୋଷୀଙ୍କୁ କଡ଼ା ଦଣ୍ଡ ଦେବାକୁ ଦାବି କରିଛନ୍ତି। ସମ୍ପୃକ୍ତ ଘଟଣାକୁ ନେଇ ସ୍ଥାନୀୟ ଲୋକମାନେ ଉଦ୍‌ବେଗ ପ୍ରକାଶ କରିଛନ୍ତି। ପୁଲିସ ଏବଂ ପ୍ରଶାସନ ପକ୍ଷରୁ ତଦନ୍ତ ଜାରି ରହିଛି। ଅଭିଯୁକ୍ତମାନଙ୍କୁ ଗିରଫ କରି ଅଦାଲତକୁ ଚାଲାଣ କରାଯାଇଛି। ଏହି ଘଟଣା ଅଞ୍ଚଳରେ ଚାଞ୍ଚଲ୍ୟ ସୃଷ୍ଟି କରିଛି ଏବଂ ଲୋକମାନେ ଦୋଷୀଙ୍କୁ କଡ଼ା ଦଣ୍ଡ ଦେବାକୁ ଦାବି କରିଛନ୍ତି। ସମ୍ପୃକ୍ତ ଘଟଣାକୁ ନେଇ ସ୍ଥାନୀୟ ଲୋକମାନେ ଉଦ୍‌ବେଗ ପ୍ରକାଶ କରିଛନ୍ତି। ପୁଲିସ ଏବଂ ପ୍ରଶାସନ ପକ୍ଷରୁ ତଦନ୍ତ ଜାରି ରହିଛି। ଅଭିଯୁକ୍ତମାନଙ୍କୁ ଗିରଫ କରି ଅଦାଲତକୁ ଚାଲାଣ କରାଯାଇଛି। ଏହି ଘଟଣା ଅଞ୍ଚଳରେ ଚାଞ୍ଚଲ୍ୟ ସୃଷ୍ଟି କରିଛି ଏବଂ ଲୋକମାନେ ଦୋଷୀଙ୍କୁ କଡ଼ା ଦଣ୍ଡ ଦେବାକୁ ଦାବି କରିଛନ୍ତି। ସମ୍ପୃକ୍ତ ଘଟଣାକୁ ନେଇ ସ୍ଥାନୀୟ ଲୋକମାନେ ଉଦ୍‌ବେଗ ପ୍ରକାଶ କରିଛନ୍ତି। ପୁଲିସ ଏବଂ ପ୍ରଶାସନ ପକ୍ଷରୁ ତଦନ୍ତ ଜାରି ରହିଛି। ଅଭିଯୁକ୍ତମାନଙ୍କୁ ଗିରଫ କରି ଅଦାଲତକୁ — [262, 496, 327, 584]
column-rule — [328, 4, 329, 729]
a8-body-2: ସମ୍ପୃକ୍ତ ଘଟଣାକୁ ନେଇ ସ୍ଥାନୀୟ ଲୋକମାନେ ଉଦ୍‌ବେଗ ପ୍ରକାଶ କରିଛନ୍ତି। ପୁଲିସ ଏବଂ ପ୍ରଶାସନ ପକ୍ଷରୁ ତଦନ୍ତ ଜାରି ରହିଛି। ଅଭିଯୁକ୍ତମାନଙ୍କୁ ଗିରଫ କରି ଅଦାଲତକୁ ଚାଲାଣ କରାଯାଇଛି। ଏହି ଘଟଣା ଅଞ୍ଚଳରେ ଚାଞ୍ଚଲ୍ୟ ସୃଷ୍ଟି କରିଛି ଏବଂ ଲୋକମାନେ ଦୋଷୀଙ୍କୁ କଡ଼ା ଦଣ୍ଡ ଦେବାକୁ ଦାବି କରିଛନ୍ତି। ସମ୍ପୃକ୍ତ ଘଟଣାକୁ ନେଇ ସ୍ଥାନୀୟ ଲୋକମାନେ ଉଦ୍‌ବେଗ ପ୍ରକାଶ କରିଛନ୍ତି। ପୁଲିସ ଏବଂ ପ୍ରଶାସନ ପକ୍ଷରୁ ତଦନ୍ତ ଜାରି ରହିଛି। ଅଭିଯୁକ୍ତମାନଙ୍କୁ ଗିରଫ କରି ଅଦାଲତକୁ ଚାଲାଣ କରାଯାଇଛି। ଏହି ଘଟଣା ଅଞ୍ଚଳରେ ଚାଞ୍ଚଲ୍ୟ ସୃଷ୍ଟି କରିଛି ଏବଂ ଲୋକମାନେ ଦୋଷୀଙ୍କୁ କଡ଼ା ଦଣ୍ଡ ଦେବାକୁ ଦାବି କରିଛନ୍ତି। ସମ୍ପୃକ୍ତ ଘଟଣାକୁ ନେଇ ସ୍ଥାନୀୟ ଲୋକମାନେ ଉଦ୍‌ବେଗ ପ୍ରକାଶ କରିଛନ୍ତି। ପୁଲିସ ଏବଂ ପ୍ରଶାସନ ପକ୍ଷରୁ ତଦନ୍ତ ଜାରି ରହିଛି। ଅଭିଯୁକ୍ତମାନଙ୍କୁ ଗିରଫ କରି ଅଦାଲତକୁ ଚାଲାଣ କରାଯାଇଛି। ଏହି ଘଟଣା ଅଞ୍ଚଳରେ ଚାଞ୍ଚଲ୍ୟ ସୃଷ୍ଟି କରିଛି ଏବଂ ଲୋକମାନେ ଦୋଷୀଙ୍କୁ କଡ଼ା ଦଣ୍ଡ ଦେବାକୁ ଦାବି କରିଛନ୍ତି। ସମ୍ପୃକ୍ତ ଘଟଣାକୁ ନେଇ ସ୍ଥାନୀୟ ଲୋକମାନେ ଉଦ୍‌ବେଗ ପ୍ରକାଶ କରିଛନ୍ତି। ପୁଲିସ ଏବଂ ପ୍ରଶାସନ ପକ୍ଷରୁ ତଦନ୍ତ ଜାରି ରହିଛି। ଅଭିଯୁକ୍ତମାନଙ୍କୁ ଗିରଫ କରି ଅଦାଲତକୁ ଚାଲାଣ କରାଯାଇଛି। ଏହି ଘଟଣା ଅଞ୍ଚଳରେ ଚାଞ୍ଚଲ୍ୟ ସୃଷ୍ଟି କରିଛି ଏବଂ ଲୋକମାନେ ଦୋଷୀଙ୍କୁ କଡ଼ା ଦଣ୍ଡ ଦେବାକୁ ଦାବି କରିଛନ୍ତି। ସମ୍ପୃକ୍ତ ଘଟଣାକୁ ନେଇ ସ୍ଥାନୀୟ ଲୋକମାନେ ଉଦ୍‌ବେଗ ପ୍ରକାଶ କରିଛନ୍ତି। ପୁଲିସ ଏବଂ ପ୍ରଶାସନ ପକ୍ଷରୁ ତଦନ୍ତ ଜାରି ରହିଛି। ଅଭିଯୁକ୍ତମାନଙ୍କୁ ଗିରଫ କରି ଅଦାଲତକୁ ଚାଲାଣ କରାଯାଇଛି। ଏହି ଘଟଣା ଅଞ୍ଚଳରେ ଚାଞ୍ଚଲ୍ୟ ସୃଷ୍ଟି କରିଛି ଏବଂ ଲୋକମାନେ ଦୋଷୀଙ୍କୁ କଡ଼ା ଦଣ୍ଡ ଦେବାକୁ ଦାବି କରିଛନ୍ତି। ସମ୍ପୃକ୍ତ ଘଟଣାକୁ ନେଇ ସ୍ଥାନୀୟ ଲୋକମାନେ ଉଦ୍‌ବେଗ ପ୍ରକାଶ କରିଛନ୍ତି। ପୁଲିସ ଏବଂ ପ୍ରଶାସନ ପକ୍ଷରୁ ତଦନ୍ତ ଜାରି ରହିଛି। ଅଭିଯୁକ୍ତମାନଙ୍କୁ ଗିରଫ କରି ଅଦାଲତକୁ ଚାଲାଣ କରାଯାଇଛି। ଏହି ଘଟଣା ଅଞ୍ଚଳରେ ଚାଞ୍ଚଲ୍ୟ ସୃଷ୍ଟି କରିଛି ଏବଂ ଲୋକମାନେ ଦୋଷୀଙ୍କୁ କଡ଼ା ଦଣ୍ଡ ଦେବାକୁ ଦାବି କରିଛନ୍ତି। ସମ୍ପୃକ୍ତ ଘଟଣାକୁ ନେଇ ସ୍ଥାନୀୟ ଲୋକମାନେ ଉଦ୍‌ବେଗ ପ୍ରକାଶ କରିଛନ୍ତି। ପୁଲିସ ଏବଂ ପ୍ରଶାସନ ପକ୍ଷରୁ ତଦନ୍ତ ଜାରି ରହିଛି। ଅଭିଯୁକ୍ତମାନଙ୍କୁ ଗିରଫ — [6, 685, 156, 728]
a6-body-4: ସମ୍ପୃକ୍ତ ଘଟଣାକୁ ନେଇ ସ୍ଥାନୀୟ ଲୋକମାନେ ଉଦ୍‌ବେଗ ପ୍ରକାଶ କରିଛନ୍ତି। ପୁଲିସ ଏବଂ ପ୍ରଶାସନ ପକ୍ଷରୁ ତଦନ୍ତ ଜାରି ରହିଛି। ଅଭିଯୁକ୍ତମାନଙ୍କୁ ଗିରଫ କରି ଅଦାଲତକୁ ଚାଲାଣ କରାଯାଇଛି। ଏହି ଘଟଣା ଅଞ୍ଚଳରେ ଚାଞ୍ଚଲ୍ୟ ସୃଷ୍ଟି କରିଛି ଏବଂ ଲୋକମାନେ ଦୋଷୀଙ୍କୁ କଡ଼ା ଦଣ୍ଡ ଦେବାକୁ ଦାବି କରିଛନ୍ତି। ସମ୍ପୃକ୍ତ ଘଟଣାକୁ ନେଇ ସ୍ଥାନୀୟ ଲୋକମାନେ ଉଦ୍‌ବେଗ ପ୍ରକାଶ କରିଛନ୍ତି। ପୁଲିସ ଏବଂ ପ୍ରଶାସନ ପକ୍ଷରୁ ତଦନ୍ତ ଜାରି ରହିଛି। ଅଭିଯୁକ୍ତମାନଙ୍କୁ ଗିରଫ କରି ଅଦାଲତକୁ ଚାଲାଣ କରାଯାଇଛି। ଏହି ଘଟଣା ଅଞ୍ଚଳରେ ଚାଞ୍ଚଲ୍ୟ ସୃଷ୍ଟି କରିଛି ଏବଂ ଲୋକମାନେ ଦୋଷୀଙ୍କୁ କଡ଼ା ଦଣ୍ଡ ଦେବାକୁ ଦାବି କରିଛନ୍ତି। ସମ୍ପୃକ୍ତ ଘଟଣାକୁ ନେଇ ସ୍ଥାନୀୟ ଲୋକମାନେ ଉଦ୍‌ବେଗ ପ୍ରକାଶ କରିଛନ୍ତି। ପୁଲିସ ଏବଂ ପ୍ରଶାସନ ପକ୍ଷରୁ ତଦନ୍ତ ଜାରି ରହିଛି। ଅଭିଯୁକ୍ତମାନଙ୍କୁ ଗିରଫ କରି ଅଦାଲତକୁ ଚାଲାଣ କ — [190, 548, 260, 584]
portrait-body — [75, 210, 109, 244]
crowd-scene-1 — [6, 85, 112, 160]
portrait-head — [83, 188, 101, 210]
masthead — [6, 4, 327, 81]
bridge-photo — [190, 496, 260, 546]
date-line: ରବିବାର, ୧୫ ମେ ୨୦୨୨ — [264, 68, 318, 75]
right-column — [331, 4, 496, 732]
a9-body: ସମ୍ପୃକ୍ତ ଘଟଣାକୁ ନେଇ ସ୍ଥାନୀୟ ଲୋକମାନେ ଉଦ୍‌ବେଗ ପ୍ରକାଶ କରିଛନ୍ତି। ପୁଲିସ ଏବଂ ପ୍ରଶାସନ ପକ୍ଷରୁ ତଦନ୍ତ ଜାରି ରହିଛି। ଅଭିଯୁକ୍ତମାନଙ୍କୁ ଗିରଫ କରି ଅଦାଲତକୁ ଚାଲାଣ କରାଯାଇଛି। ଏହି ଘଟଣା ଅଞ୍ଚଳରେ ଚାଞ୍ଚଲ୍ୟ ସୃଷ୍ଟି କରିଛି ଏବଂ ଲୋକମାନେ ଦୋଷୀଙ୍କୁ କଡ଼ା ଦଣ୍ଡ ଦେବାକୁ ଦାବି କରିଛନ୍ତି। ସମ୍ପୃକ୍ତ ଘଟଣାକୁ ନେଇ ସ୍ଥାନୀୟ ଲୋକମାନେ ଉଦ୍‌ବେଗ ପ୍ରକାଶ କରିଛନ୍ତି। ପୁଲିସ ଏବଂ ପ୍ରଶାସନ ପକ୍ଷରୁ ତଦନ୍ତ ଜାରି ରହିଛି। ଅଭିଯୁକ୍ତମାନଙ୍କୁ ଗିରଫ କରି ଅଦାଲତକୁ ଚାଲାଣ କରାଯାଇଛି। ଏହି ଘଟଣା ଅଞ୍ଚଳରେ ଚାଞ୍ଚଲ୍ୟ ସୃଷ୍ଟି କରିଛି ଏବଂ ଲୋକମାନେ ଦୋଷୀଙ୍କୁ କଡ଼ା ଦଣ୍ଡ ଦେବାକୁ ଦାବି କରିଛନ୍ତି। ସମ୍ପୃକ୍ତ ଘଟଣାକୁ ନେଇ ସ୍ଥାନୀୟ ଲୋକମାନେ ଉଦ୍‌ବେଗ ପ୍ରକାଶ କରିଛନ୍ତି। ପୁଲିସ ଏବଂ ପ୍ରଶାସନ ପକ୍ଷରୁ ତଦନ୍ତ ଜାରି ରହିଛି। ଅଭିଯୁକ୍ତମାନଙ୍କୁ ଗିରଫ କରି ଅଦାଲତକୁ ଚାଲାଣ କରାଯାଇଛି। ଏହି ଘଟଣା ଅଞ୍ଚଳରେ ଚାଞ୍ଚଲ୍ୟ ସୃଷ୍ଟି କରିଛି ଏବଂ ଲୋକମାନେ ଦୋଷୀଙ୍କୁ କଡ଼ା ଦଣ୍ଡ ଦେବାକୁ ଦାବି କରିଛନ୍ତି। ସମ୍ପୃକ୍ତ ଘଟଣାକୁ ନେଇ ସ୍ଥାନୀୟ ଲୋକମାନେ ଉଦ୍‌ବେଗ ପ୍ରକାଶ କରିଛନ୍ତି। ପୁଲିସ ଏବଂ ପ୍ରଶାସନ ପକ୍ଷରୁ ତଦନ୍ତ ଜାରି ରହିଛି। ଅଭିଯୁକ୍ତମାନଙ୍କୁ ଗିରଫ କରି ଅଦାଲତକୁ ଚାଲାଣ କରାଯାଇଛି। ଏହି ଘଟଣା ଅଞ୍ଚଳରେ ଚାଞ୍ଚଲ୍ୟ ସୃଷ୍ଟି କରିଛି ଏବଂ ଲୋକମାନେ ଦୋଷୀଙ୍କୁ କଡ଼ା ଦଣ୍ଡ ଦେବାକୁ ଦାବି କରିଛନ୍ତି। ସମ୍ପୃକ୍ତ ଘଟଣାକୁ ନେଇ ସ୍ଥାନୀୟ ଲୋକମାନେ ଉଦ୍‌ବେଗ ପ୍ରକାଶ କରିଛନ୍ତି। ପୁଲିସ ଏବଂ ପ୍ରଶାସନ ପକ୍ଷରୁ ତଦନ୍ତ ଜାରି ରହିଛି। ଅଭିଯୁକ୍ତମାନଙ୍କୁ ଗିରଫ କରି ଅଦାଲତକୁ ଚାଲାଣ କରାଯାଇଛି। ଏହି ଘଟଣା ଅଞ୍ଚଳରେ ଚାଞ୍ଚଲ୍ୟ ସୃଷ୍ଟି କରିଛି ଏବଂ ଲୋକମାନେ ଦୋଷୀଙ୍କୁ କଡ଼ା ଦଣ୍ଡ ଦେବାକୁ ଦାବି କରିଛନ୍ତି। ସମ୍ପୃକ୍ତ ଘଟଣାକୁ ନେଇ ସ୍ଥାନୀୟ ଲୋକମାନେ ଉଦ୍‌ବେଗ ପ୍ରକାଶ କରିଛନ୍ତି। ପୁଲିସ ଏବଂ ପ୍ରଶାସନ ପକ୍ଷରୁ ତଦନ୍ତ ଜାରି ରହିଛି। ଅଭିଯୁକ୍ତମାନଙ୍କୁ ଗିରଫ କରି ଅଦାଲତକୁ ଚାଲାଣ କରାଯାଇଛି। ଏହି ଘଟଣା ଅଞ୍ଚଳରେ ଚାଞ୍ଚଲ୍ୟ ସୃଷ୍ଟି କରିଛି ଏବଂ ଲୋକମାନେ ଦୋଷୀଙ୍କୁ କଡ଼ା ଦଣ୍ଡ ଦେବାକୁ ଦାବି କରିଛନ୍ତି। ସମ୍ପୃକ୍ତ ଘଟଣାକୁ ନେଇ ସ୍ଥାନୀୟ ଲୋକମାନେ ଉଦ୍‌ବେଗ ପ୍ରକାଶ କରିଛନ୍ତି। ପୁଲିସ ଏବଂ ପ୍ରଶାସନ ପକ୍ଷରୁ ତଦ — [160, 604, 214, 727]
r1-body: ସମ୍ପୃକ୍ତ ଘଟଣାକୁ ନେଇ ସ୍ଥାନୀୟ ଲୋକମାନେ ଉଦ୍‌ବେଗ ପ୍ରକାଶ କରିଛନ୍ତି। ପୁଲିସ ଏବଂ ପ୍ରଶାସନ ପକ୍ଷରୁ ତଦନ୍ତ ଜାରି ରହିଛି। ଅଭିଯୁକ୍ତମାନଙ୍କୁ ଗିରଫ କରି ଅଦାଲତକୁ ଚାଲାଣ କରାଯାଇଛି। ଏହି ଘଟଣା ଅଞ୍ଚଳରେ ଚାଞ୍ଚଲ୍ୟ ସୃଷ୍ଟି କରିଛି ଏବଂ ଲୋକମାନେ ଦୋଷୀଙ୍କୁ କଡ଼ା ଦଣ୍ଡ ଦେବାକୁ ଦାବି କରିଛନ୍ତି। ସମ୍ପୃକ୍ତ ଘଟଣାକୁ ନେଇ ସ୍ଥାନୀୟ ଲୋକମାନେ ଉଦ୍‌ବେଗ ପ୍ରକାଶ କରିଛନ୍ତି। ପୁଲିସ ଏବଂ ପ୍ରଶାସନ ପକ୍ଷରୁ ତଦନ୍ତ ଜାରି ରହିଛି। ଅଭିଯୁକ୍ତମାନଙ୍କୁ ଗିରଫ କରି ଅଦାଲତକୁ ଚାଲାଣ କରାଯାଇଛି। ଏହି ଘଟଣା ଅଞ୍ଚଳରେ ଚାଞ୍ଚଲ୍ୟ ସୃଷ୍ଟି କରିଛି ଏବଂ ଲୋକମାନେ ଦୋଷୀଙ୍କୁ କଡ଼ା ଦଣ୍ଡ ଦେବାକୁ ଦାବି କରିଛନ୍ତି। ସମ୍ପୃକ୍ତ ଘଟଣାକୁ ନେଇ ସ୍ଥାନୀୟ ଲୋକମାନେ ଉଦ୍‌ବେଗ ପ୍ରକାଶ କରିଛନ୍ତି। ପୁଲିସ ଏବଂ ପ୍ରଶାସନ ପକ୍ଷରୁ ତଦନ୍ତ ଜାରି ରହିଛି। ଅଭିଯୁକ୍ତମାନଙ୍କୁ ଗିରଫ କରି ଅଦାଲତକୁ ଚାଲାଣ କରାଯାଇଛି। ଏହି ଘଟଣା ଅଞ୍ଚଳରେ ଚାଞ୍ଚଲ୍ୟ ସୃଷ୍ଟି କରିଛି ଏବଂ ଲୋକମାନେ ଦୋଷୀଙ୍କୁ କଡ଼ା ଦଣ୍ଡ ଦେବାକୁ ଦାବି କରିଛନ୍ତି। ସମ୍ପୃକ୍ତ ଘଟଣାକୁ ନେଇ ସ୍ଥାନୀୟ ଲୋକମାନେ ଉଦ୍‌ବେଗ ପ୍ରକାଶ କରିଛନ୍ତି। ପୁଲିସ ଏବଂ ପ୍ରଶାସନ ପକ୍ଷରୁ ତଦନ୍ତ ଜାରି ରହିଛି। ଅଭିଯୁକ୍ତମାନଙ୍କୁ ଗିରଫ କରି ଅଦାଲତକୁ ଚାଲାଣ କରାଯାଇଛି। ଏହି ଘଟଣା ଅଞ୍ଚଳରେ ଚାଞ୍ଚଲ୍ୟ ସୃଷ୍ଟି କରିଛି ଏବଂ ଲୋକମାନେ ଦୋଷୀଙ୍କୁ କଡ଼ା ଦଣ୍ଡ ଦେବାକୁ ଦାବି କରିଛନ୍ତି। ସମ୍ପୃକ୍ତ ଘଟଣାକୁ ନେଇ ସ୍ଥାନୀୟ ଲୋକମାନେ ଉଦ୍‌ବେଗ ପ୍ରକାଶ କରିଛନ୍ତି। ପୁଲିସ ଏବଂ ପ୍ରଶାସନ ପକ୍ଷରୁ ତଦନ୍ତ ଜାରି ରହିଛି। ଅଭିଯୁକ୍ତମାନଙ୍କୁ ଗିରଫ କରି ଅଦାଲତକୁ ଚାଲାଣ କରାଯାଇଛି। ଏହି ଘଟଣା ଅଞ୍ଚଳରେ ଚାଞ୍ଚଲ୍ୟ ସୃଷ୍ଟି କରିଛି ଏବଂ ଲୋକମାନେ ଦୋଷୀଙ୍କୁ କଡ଼ା ଦଣ୍ଡ ଦେବାକୁ ଦାବି କରିଛନ୍ତି। ସମ୍ପୃକ୍ତ ଘଟଣାକୁ ନେଇ ସ୍ଥାନୀୟ ଲୋକମାନେ ଉଦ୍‌ବେଗ ପ୍ରକାଶ କରିଛନ୍ତି। ପୁଲିସ ଏବଂ ପ୍ରଶାସନ ପକ୍ଷରୁ ତଦନ୍ତ ଜାରି ରହିଛି। ଅଭିଯୁକ୍ତମାନଙ୍କୁ ଗିରଫ କରି ଅଦାଲତକୁ ଚାଲାଣ କରାଯାଇଛି। ଏହି ଘଟଣା ଅଞ୍ଚଳରେ ଚାଞ୍ଚଲ୍ୟ ସୃଷ୍ଟି କରିଛି ଏବଂ ଲୋକମାନେ ଦୋଷୀଙ୍କୁ କଡ଼ା ଦଣ୍ଡ ଦେବାକୁ ଦାବି କରିଛନ୍ତି। ସମ୍ପୃକ୍ତ ଘଟଣାକୁ ନେଇ ସ୍ଥାନୀୟ ଲୋକମାନେ ଉଦ୍‌ବେଗ ପ୍ରକାଶ କରିଛନ୍ତି। ପୁଲିସ ଏବଂ ପ୍ରଶାସନ ପକ୍ଷରୁ ତଦନ୍ତ ଜାରି ରହିଛି। ଅଭିଯୁକ୍ତମାନଙ୍କୁ ଗିରଫ କରି ଅଦାଲତକୁ ଚାଲାଣ କରାଯାଇଛି। ଏହି ଘଟଣା ଅଞ୍ଚଳରେ ଚାଞ୍ଚଲ୍ୟ ସୃଷ୍ଟି କରିଛି ଏବଂ ଲୋକମାନେ ଦୋଷୀଙ୍କୁ କଡ଼ା ଦଣ୍ଡ ଦେବାକୁ ଦାବି କରିଛନ୍ତି। ସମ୍ପୃକ୍ତ ଘଟଣାକୁ ନେଇ ସ୍ଥାନୀୟ ଲୋକମାନେ ଉଦ୍‌ବେଗ ପ୍ରକାଶ କରିଛନ୍ତି। ପୁଲିସ ଏବଂ ପ୍ରଶାସନ ପକ୍ଷରୁ ତଦନ୍ତ ଜାରି ରହିଛି। ଅଭିଯୁକ୍ତମାନଙ୍କୁ ଗିରଫ କରି ଅଦାଲତକୁ ଚାଲାଣ କରାଯାଇଛି। ଏହି ଘଟଣା ଅଞ୍ଚଳରେ ଚାଞ୍ଚଲ୍ୟ ସୃଷ୍ଟି କରିଛି ଏବଂ ଲୋକମାନେ ଦୋଷୀଙ୍କୁ କଡ଼ା ଦଣ୍ଡ ଦେବାକୁ ଦାବି କରିଛନ୍ତି। ସମ୍ପୃକ୍ତ ଘଟଣାକୁ ନେଇ ସ୍ଥାନୀୟ ଲୋକମାନେ ଉଦ୍‌ବେଗ ପ୍ରକାଶ କରିଛନ୍ତି। ପୁଲିସ ଏବଂ ପ୍ରଶାସନ ପକ୍ଷରୁ ତଦନ୍ତ ଜାରି ରହିଛି। ଅଭିଯୁକ୍ତମାନଙ୍କୁ ଗିରଫ କରି ଅଦାଲତକୁ ଚାଲାଣ କରାଯାଇଛି। ଏହି ଘଟଣା ଅଞ୍ଚଳରେ ଚାଞ୍ଚଲ୍ୟ ସୃଷ୍ଟି କରିଛି ଏବଂ ଲୋକମାନେ ଦୋଷୀଙ୍କୁ କଡ଼ା ଦଣ୍ଡ ଦେବାକୁ ଦାବି କରିଛନ୍ତି। ସମ୍ପୃକ୍ତ ଘଟଣାକୁ ନେଇ ସ୍ଥାନୀୟ ଲୋକମାନେ ଉଦ୍‌ବେଗ ପ୍ରକାଶ କରିଛନ୍ତି। ପୁଲିସ ଏବଂ ପ୍ରଶାସନ ପକ୍ଷରୁ ତଦନ୍ତ ଜାରି ରହିଛି। ଅଭିଯୁକ୍ତମାନଙ୍କୁ ଗିରଫ କରି ଅଦାଲତକୁ ଚାଲାଣ କରାଯାଇଛି। ଏହି ଘଟଣା ଅଞ୍ଚଳରେ ଚାଞ୍ଚଲ୍ୟ ସୃଷ୍ଟି କରିଛି ଏବଂ ଲୋକମାନେ ଦୋଷୀଙ୍କୁ କଡ଼ା ଦଣ୍ଡ ଦେବାକୁ ଦାବି କରିଛନ୍ତି। ସମ୍ପୃକ୍ତ ଘଟଣାକୁ ନେଇ ସ୍ଥାନୀୟ ଲୋକମାନେ ଉଦ୍‌ବେଗ ପ୍ରକାଶ କରିଛନ୍ତି। ପୁଲିସ ଏବଂ ପ୍ରଶାସନ ପକ୍ଷରୁ ତଦନ୍ତ ଜାରି ରହିଛି। ଅଭିଯୁକ୍ତମାନଙ୍କୁ ଗିରଫ କରି ଅଦାଲତକୁ ଚାଲାଣ କରାଯାଇଛି। ଏହି ଘଟଣା ଅଞ୍ଚଳରେ ଚାଞ୍ଚଲ୍ୟ ସୃଷ୍ଟି କରିଛି ଏବଂ ଲୋକମାନେ ଦୋଷୀଙ୍କୁ କଡ଼ା ଦଣ୍ଡ ଦେବାକୁ ଦାବି କରିଛନ୍ତି। ସମ୍ପୃକ୍ତ ଘଟଣାକୁ ନେଇ ସ୍ଥାନୀୟ ଲୋକମାନେ ଉଦ୍‌ବେଗ ପ୍ରକାଶ କରିଛନ୍ତି। ପୁଲିସ ଏବଂ ପ୍ରଶାସନ ପକ୍ଷରୁ ତଦନ୍ତ ଜାରି ରହିଛି। ଅଭିଯୁକ୍ତମାନଙ୍କୁ ଗିରଫ କରି ଅଦାଲତକୁ ଚାଲାଣ କରାଯାଇଛି। ଏହି ଘଟଣା ଅଞ୍ଚଳରେ ଚାଞ୍ଚଲ୍ୟ ସୃଷ୍ଟି କରିଛି ଏବଂ ଲୋକମାନେ ଦୋଷୀଙ୍କୁ କଡ଼ା ଦଣ୍ଡ ଦେବାକୁ ଦାବି କରିଛନ୍ତି। ସମ୍ପୃକ୍ତ ଘଟଣାକୁ ନେଇ ସ୍ଥାନୀୟ ଲୋକମାନେ ଉଦ୍‌ବେଗ ପ୍ରକାଶ କରିଛନ୍ତି। ପୁଲିସ ଏବଂ ପ୍ରଶାସନ ପକ୍ଷରୁ ତଦନ୍ତ ଜାରି ରହିଛି। ଅଭିଯୁକ୍ତମାନଙ୍କୁ ଗିରଫ କରି ଅଦାଲତକୁ ଚାଲାଣ କରାଯାଇଛି। ଏହି ଘଟଣା ଅଞ୍ଚଳରେ ଚାଞ୍ଚଲ୍ୟ ସୃଷ୍ଟି କରିଛି ଏବଂ ଲୋକମାନେ ଦୋଷୀଙ୍କୁ କଡ଼ା ଦଣ୍ଡ ଦେବାକୁ ଦାବି କରିଛନ୍ତି। ସମ୍ପୃକ୍ତ ଘଟଣାକୁ ନେଇ ସ୍ଥାନୀୟ ଲୋକମାନେ ଉଦ୍‌ବେଗ ପ୍ରକାଶ କରିଛନ୍ତି। ପୁଲିସ ଏବଂ ପ୍ରଶାସନ ପକ୍ଷରୁ ତଦନ୍ତ ଜାରି ରହିଛି। ଅଭିଯୁକ୍ତମାନଙ୍କୁ ଗିରଫ କରି ଅଦାଲତକୁ ଚାଲାଣ କରାଯାଇଛି। ଏହି ଘଟଣା ଅଞ୍ଚଳରେ ଚାଞ୍ଚଲ୍ୟ ସୃଷ୍ଟି କରିଛି ଏବଂ ଲୋକମାନେ ଦୋଷୀଙ୍କୁ କଡ଼ା ଦଣ୍ଡ ଦେବାକୁ ଦାବି କରିଛନ୍ତି। ସମ୍ପୃକ୍ତ ଘଟଣାକୁ ନେଇ ସ୍ଥାନୀୟ ଲୋକମାନେ ଉଦ୍‌ବେଗ ପ୍ରକାଶ କରିଛନ୍ତି। ପୁଲିସ ଏବଂ ପ୍ରଶାସନ ପକ୍ଷରୁ ତଦନ୍ତ ଜାରି ରହିଛି। ଅଭିଯୁକ୍ତମାନଙ୍କୁ ଗିରଫ କରି ଅଦାଲତକୁ ଚାଲାଣ କରାଯାଇଛି। ଏହି ଘଟଣା ଅଞ୍ଚଳରେ ଚାଞ୍ଚଲ୍ୟ ସୃଷ୍ଟି କରିଛି ଏବଂ ଲୋକମାନେ ଦୋଷୀଙ୍କୁ କଡ଼ା ଦଣ୍ଡ ଦେବାକୁ ଦାବି କରିଛନ୍ତି। ସମ୍ପୃକ୍ତ ଘଟଣାକୁ ନେଇ ସ୍ଥାନୀୟ ଲୋକମାନେ ଉଦ୍‌ବେଗ ପ୍ରକାଶ କରିଛନ୍ତି। ପୁଲିସ ଏବଂ ପ୍ରଶାସନ ପକ୍ଷରୁ ତଦନ୍ତ ଜାରି ରହିଛି। ଅଭିଯୁକ୍ତମାନଙ୍କୁ ଗିରଫ କରି ଅଦାଲତକୁ ଚାଲାଣ କରାଯାଇଛି। ଏହି ଘଟଣା ଅଞ୍ଚଳରେ ଚାଞ୍ଚଲ୍ୟ ସୃଷ୍ଟି କରିଛି ଏବଂ ଲୋକମାନେ ଦୋଷୀଙ୍କୁ କଡ଼ା ଦଣ୍ଡ ଦେବାକୁ ଦାବି କରିଛନ୍ତି। ସମ୍ପୃକ୍ତ ଘଟଣାକୁ ନେଇ ସ୍ଥାନୀୟ ଲୋକମାନେ ଉଦ୍‌ବେଗ ପ୍ରକାଶ କରିଛନ୍ତି। ପୁଲିସ ଏବଂ ପ୍ରଶାସନ ପକ୍ଷରୁ ତଦନ୍ତ ଜାରି ରହିଛି। ଅଭିଯୁକ୍ତମାନଙ୍କୁ ଗିରଫ କରି ଅଦାଲତକୁ ଚାଲାଣ କରାଯାଇଛି। ଏହି ଘଟଣା ଅଞ୍ଚଳରେ ଚାଞ୍ଚଲ୍ୟ ସୃଷ୍ଟି କରିଛି ଏବଂ ଲୋକମାନେ ଦୋଷୀଙ୍କୁ କଡ଼ା ଦଣ୍ଡ ଦେବାକୁ ଦାବି କରିଛନ୍ତି। ସମ୍ପୃକ୍ତ ଘଟଣାକୁ ନେଇ ସ୍ଥାନୀୟ ଲୋକମାନେ ଉଦ୍‌ବେଗ ପ୍ରକାଶ କରିଛନ୍ତି। ପୁଲିସ ଏବଂ ପ୍ରଶାସନ ପକ୍ଷରୁ ତଦନ୍ତ ଜାରି ରହିଛି। ଅଭିଯୁକ୍ତମାନଙ୍କୁ ଗିରଫ କରି ଅଦାଲତକୁ ଚାଲାଣ କରାଯାଇଛି। ଏହି ଘଟଣା ଅଞ୍ଚଳରେ ଚାଞ୍ଚଲ୍ୟ ସୃଷ୍ଟି କରିଛି ଏବଂ ଲୋକ — [331, 28, 496, 136]
a3-body-3: ସମ୍ପୃକ୍ତ ଘଟଣାକୁ ନେଇ ସ୍ଥାନୀୟ ଲୋକମାନେ ଉଦ୍‌ବେଗ ପ୍ରକାଶ କରିଛନ୍ତି। ପୁଲିସ ଏବଂ ପ୍ରଶାସନ ପକ୍ଷରୁ ତଦନ୍ତ ଜାରି ରହିଛି। ଅଭିଯୁକ୍ତମାନଙ୍କୁ ଗିରଫ କରି ଅଦାଲତକୁ ଚାଲାଣ କରାଯାଇଛି। ଏହି ଘଟଣା ଅଞ୍ଚଳରେ ଚାଞ୍ଚଲ୍ୟ ସୃଷ୍ଟି କରିଛି ଏବଂ ଲୋକମାନେ ଦୋଷୀଙ୍କୁ କଡ଼ା ଦଣ୍ଡ ଦେବାକୁ ଦାବି କରିଛନ୍ତି। ସମ୍ପୃକ୍ତ ଘଟଣାକୁ ନେଇ ସ୍ଥାନୀୟ ଲୋକମାନେ ଉଦ୍‌ବେଗ ପ୍ରକାଶ କରିଛନ୍ତି। ପୁଲିସ ଏବଂ ପ୍ରଶାସନ ପକ୍ଷରୁ ତଦନ୍ତ ଜାରି ରହିଛି। ଅଭିଯୁକ୍ତମାନଙ୍କୁ ଗିରଫ କରି ଅଦାଲତକୁ ଚାଲାଣ କରାଯାଇଛି। ଏହି ଘଟଣା ଅଞ୍ଚଳରେ ଚାଞ୍ଚଲ୍ୟ ସୃଷ୍ଟି କରିଛି ଏବଂ ଲୋକମାନେ ଦୋଷୀଙ୍କୁ କଡ଼ା ଦଣ୍ଡ ଦେବାକୁ ଦାବି କରିଛନ୍ତି। ସମ୍ପୃକ୍ତ ଘଟଣାକୁ ନେଇ ସ୍ଥାନୀୟ ଲୋକମାନେ ଉଦ୍‌ବେଗ ପ୍ରକାଶ କରିଛନ୍ତି। ପୁଲିସ ଏବଂ ପ୍ରଶାସନ ପକ୍ଷରୁ ତଦନ୍ତ ଜାରି ରହିଛି। ଅଭିଯୁକ୍ତମାନଙ୍କୁ ଗିରଫ କରି ଅଦାଲତକୁ ଚାଲାଣ କରାଯାଇଛି। ଏହି ଘଟଣା ଅଞ୍ଚଳରେ ଚାଞ୍ଚଲ୍ୟ ସୃଷ୍ଟି କରିଛି ଏବଂ ଲୋକମାନେ ଦୋଷୀଙ୍କୁ କଡ଼ା ଦଣ୍ଡ ଦେବାକୁ ଦାବି କରିଛନ୍ତି। ସମ୍ପୃକ୍ତ ଘଟଣାକୁ ନେଇ ସ୍ଥାନୀୟ ଲୋକମାନେ ଉଦ୍‌ବେଗ ପ୍ରକାଶ କରିଛନ୍ତି। ପୁଲିସ ଏବଂ ପ୍ରଶାସନ ପକ୍ଷରୁ ତଦନ୍ତ ଜାରି ରହିଛି। ଅଭିଯୁକ୍ତମାନଙ୍କୁ ଗିରଫ କରି ଅଦାଲତକୁ ଚାଲାଣ କରାଯାଇଛି। ଏହି ଘଟଣା ଅଞ୍ଚଳରେ ଚାଞ୍ଚଲ୍ୟ ସୃଷ୍ଟି କରିଛି ଏବଂ ଲୋକମାନେ ଦୋଷୀଙ୍କୁ କଡ଼ା ଦଣ୍ଡ ଦେବାକୁ ଦାବି କରିଛନ୍ତି। ସମ୍ପୃକ୍ତ ଘଟଣାକୁ ନେଇ ସ୍ଥାନୀୟ ଲୋକମାନେ ଉଦ୍‌ବେଗ ପ୍ରକାଶ କରିଛନ୍ତି। ପୁଲିସ ଏବଂ ପ୍ରଶାସନ ପକ୍ଷରୁ ତଦନ୍ତ ଜାରି ରହିଛି। ଅଭିଯୁକ୍ତମାନଙ୍କୁ ଗିରଫ କରି ଅଦାଲତକୁ ଚାଲାଣ କରାଯାଇଛି। ଏହି ଘଟଣା ଅଞ୍ଚଳରେ ଚାଞ୍ଚଲ୍ୟ ସୃଷ୍ଟି କ — [210, 268, 268, 353]
mid-rule — [6, 357, 327, 358]
a3-headline: ଚଳିତ୍ରରେ ଜନ୍ମ ନେଲେ ନିକେଳ ବସ୍ତ୍ରା କୁଞ୍ଜର ଶାବକ — [170, 258, 307, 266]
a4-body-4: ସମ୍ପୃକ୍ତ ଘଟଣାକୁ ନେଇ ସ୍ଥାନୀୟ ଲୋକମାନେ ଉଦ୍‌ବେଗ ପ୍ରକାଶ କରିଛନ୍ତି। ପୁଲିସ ଏବଂ ପ୍ରଶାସନ ପକ୍ଷରୁ ତଦନ୍ତ ଜାରି ରହିଛି। ଅଭିଯୁକ୍ତମାନଙ୍କୁ ଗିରଫ କରି ଅଦାଲତକୁ ଚାଲାଣ କରାଯାଇଛି। ଏହି ଘଟଣା ଅଞ୍ଚଳରେ ଚାଞ୍ଚଲ୍ୟ ସୃଷ୍ଟି କରିଛି ଏବଂ ଲୋକମାନେ ଦୋଷୀଙ୍କୁ କଡ଼ା ଦଣ୍ଡ ଦେବାକୁ ଦାବି କରିଛନ୍ତି। ସମ୍ପୃକ୍ତ ଘଟଣାକୁ ନେଇ ସ୍ଥାନୀୟ ଲୋକମାନେ ଉଦ୍‌ବେଗ ପ୍ରକାଶ କରିଛନ୍ତି। ପୁଲିସ ଏବଂ ପ୍ରଶାସନ ପକ୍ଷରୁ ତଦନ୍ତ ଜାରି ରହିଛି। ଅଭିଯୁକ୍ତମାନଙ୍କୁ ଗିରଫ କରି ଅଦାଲତକୁ ଚାଲାଣ କରାଯାଇଛି। ଏହି ଘଟଣା ଅଞ୍ଚଳରେ ଚାଞ୍ଚଲ୍ୟ ସୃଷ୍ଟି କରିଛି ଏବଂ ଲୋକମାନେ ଦୋଷୀଙ୍କୁ କଡ଼ା ଦଣ୍ଡ ଦେବାକୁ ଦାବି କରିଛନ୍ତି। ସମ୍ପୃକ୍ତ ଘଟଣାକୁ ନେଇ ସ୍ଥାନୀୟ ଲୋକମାନେ ଉଦ୍‌ବେଗ ପ୍ରକାଶ କରିଛନ୍ତି। ପୁଲିସ ଏବଂ ପ୍ରଶାସନ ପକ୍ଷରୁ ତଦନ୍ତ ଜାରି ରହିଛି। ଅଭିଯୁକ୍ତମାନଙ୍କୁ ଗିରଫ କରି ଅଦାଲତକୁ ଚାଲାଣ କରାଯାଇଛି। ଏହି ଘଟଣା ଅଞ୍ଚଳରେ ଚାଞ୍ଚଲ୍ୟ ସୃଷ୍ଟି କରିଛି ଏବଂ ଲୋକମାନେ ଦୋଷୀଙ୍କୁ କଡ଼ା ଦଣ୍ଡ ଦେବାକୁ ଦାବି କରିଛନ୍ତି। ସମ୍ପୃକ୍ତ ଘଟଣାକୁ ନେଇ ସ୍ଥାନୀୟ ଲୋକମାନେ ଉଦ୍‌ବେଗ ପ୍ରକାଶ କରିଛନ୍ତି। ପୁଲିସ ଏବଂ ପ୍ରଶାସନ ପକ୍ଷରୁ ତଦନ୍ତ ଜାରି ରହିଛି। ଅଭିଯୁକ୍ତମାନଙ୍କୁ ଗିରଫ କରି ଅଦାଲତକୁ ଚାଲାଣ କରାଯାଇଛି। ଏହି ଘଟଣା ଅଞ୍ଚଳରେ ଚାଞ୍ଚଲ୍ୟ ସୃଷ୍ଟି କରିଛି ଏବଂ ଲୋକମାନେ ଦୋଷୀଙ୍କୁ କଡ଼ା ଦଣ୍ଡ ଦେବାକୁ ଦାବି କରିଛନ୍ତି। ସମ୍ପୃକ୍ତ ଘଟଣାକୁ ନେଇ ସ୍ଥାନୀୟ ଲୋକମାନେ ଉଦ୍‌ବେଗ ପ୍ରକାଶ କରିଛନ୍ତି। ପୁଲିସ ଏବଂ ପ୍ରଶାସନ ପକ୍ଷରୁ ତଦନ୍ତ ଜାରି ରହିଛି। ଅଭିଯୁକ୍ତମାନଙ୍କୁ ଗିରଫ କରି ଅଦାଲତକୁ ଚାଲାଣ କରାଯାଇଛି। ଏହି ଘଟଣା ଅଞ୍ଚଳରେ ଚାଞ୍ଚଲ୍ୟ ସୃଷ୍ଟି କରିଛି ଏବଂ ଲୋକମାନେ ଦୋଷୀଙ୍କୁ କଡ଼ା ଦଣ୍ଡ ଦେବାକୁ ଦାବି କରିଛନ୍ତି। ସମ୍ପୃକ୍ତ ଘଟଣାକୁ ନେଇ ସ୍ଥାନୀୟ ଲୋକମାନେ ଉଦ୍‌ବେଗ ପ୍ରକାଶ କରିଛନ୍ତି। ପୁଲିସ ଏବଂ ପ୍ରଶାସନ ପକ୍ଷରୁ ତଦନ୍ତ ଜାରି ରହିଛି। ଅଭିଯୁକ୍ତମାନଙ୍କୁ ଗିରଫ କରି ଅଦାଲତକୁ ଚାଲାଣ କରାଯାଇଛି। ଏହି ଘଟଣା ଅଞ୍ଚଳରେ ଚାଞ୍ଚଲ୍ୟ ସୃଷ୍ଟି କରିଛି ଏବଂ ଲୋକମାନେ ଦୋଷୀଙ୍କୁ କଡ଼ା ଦଣ୍ଡ ଦେବାକୁ ଦାବି କରିଛନ୍ତି। ସମ୍ପୃକ୍ତ ଘଟଣାକୁ ନେଇ ସ୍ଥାନୀୟ ଲୋକମାନେ ଉଦ୍‌ବେଗ ପ୍ରକାଶ କରିଛନ୍ତି। ପୁଲିସ ଏବଂ ପ୍ରଶାସନ ପକ୍ଷରୁ ତଦନ୍ତ ଜାରି ରହିଛି। ଅଭିଯୁକ୍ତମାନଙ୍କୁ ଗିରଫ କରି ଅଦାଲତକୁ ଚାଲାଣ କରାଯାଇଛି। ଏହି ଘ — [260, 372, 327, 474]
a1-body-3: ସମ୍ପୃକ୍ତ ଘଟଣାକୁ ନେଇ ସ୍ଥାନୀୟ ଲୋକମାନେ ଉଦ୍‌ବେଗ ପ୍ରକାଶ କରିଛନ୍ତି। ପୁଲିସ ଏବଂ ପ୍ରଶାସନ ପକ୍ଷରୁ ତଦନ୍ତ ଜାରି ରହିଛି। ଅଭିଯୁକ୍ତମାନଙ୍କୁ ଗିରଫ କରି ଅଦାଲତକୁ ଚାଲାଣ କରାଯାଇଛି। ଏହି ଘଟଣା ଅଞ୍ଚଳରେ ଚାଞ୍ଚଲ୍ୟ ସୃଷ୍ଟି କରିଛି ଏବଂ ଲୋକମାନେ ଦୋଷୀଙ୍କୁ କଡ଼ା ଦଣ୍ଡ ଦେବାକୁ ଦାବି କରିଛନ୍ତି। ସମ୍ପୃକ୍ତ ଘଟଣାକୁ ନେଇ ସ୍ଥାନୀୟ ଲୋକମାନେ ଉଦ୍‌ବେଗ ପ୍ରକାଶ କରିଛନ୍ତି। ପୁଲିସ ଏବଂ ପ୍ରଶାସନ ପକ୍ଷରୁ ତଦନ୍ତ ଜାରି ରହିଛି। ଅଭିଯୁକ୍ତମାନଙ୍କୁ ଗିରଫ କରି ଅଦାଲତକୁ ଚାଲାଣ କରାଯାଇଛି। ଏହି ଘଟଣା ଅଞ୍ଚଳରେ ଚାଞ୍ଚଲ୍ୟ ସୃଷ୍ଟି କରିଛି ଏବଂ ଲୋକମାନେ ଦୋଷୀଙ୍କୁ କଡ଼ା ଦଣ୍ଡ ଦେବାକୁ ଦାବି କରିଛନ୍ତି। ସମ୍ପୃକ୍ତ ଘଟଣାକୁ ନେଇ ସ୍ଥାନୀୟ ଲୋକମାନେ ଉଦ୍‌ବେଗ ପ୍ରକାଶ କରିଛନ୍ତି। ପୁଲିସ ଏବଂ ପ୍ରଶାସନ ପକ୍ଷରୁ ତଦନ୍ତ ଜାରି ରହିଛି। ଅଭିଯୁକ୍ତମାନଙ୍କୁ ଗିରଫ କରି ଅଦାଲତକୁ ଚାଲାଣ କରାଯାଇଛି। ଏହି ଘଟଣା ଅଞ୍ଚଳରେ ଚାଞ୍ଚଲ୍ୟ ସୃଷ୍ଟି କରିଛି ଏବଂ ଲୋକମାନେ ଦୋଷୀଙ୍କୁ କଡ଼ା ଦଣ୍ଡ ଦେବାକୁ ଦାବି କରିଛନ୍ତି। ସମ୍ପୃକ୍ତ ଘଟଣାକୁ ନେଇ ସ୍ଥାନୀୟ ଲୋକମାନେ ଉଦ୍‌ବେଗ ପ୍ରକାଶ କରିଛନ୍ତି। ପୁଲିସ ଏବଂ ପ୍ରଶାସନ ପକ୍ଷରୁ ତଦନ୍ତ ଜାରି ରହିଛି। ଅଭିଯୁକ୍ତମାନଙ୍କୁ ଗିରଫ କରି ଅଦାଲତକୁ ଚାଲାଣ କରାଯାଇଛି। ଏହି ଘଟଣା ଅଞ୍ଚଳରେ ଚାଞ୍ଚଲ୍ୟ ସୃଷ୍ଟି କରିଛି ଏବଂ ଲୋକମାନେ ଦୋଷୀଙ୍କୁ କଡ଼ା ଦଣ୍ଡ ଦେବାକୁ ଦାବି କରିଛନ୍ତି। ସମ୍ପୃକ୍ତ ଘଟଣାକୁ ନେଇ ସ୍ଥାନୀୟ ଲୋକମାନେ ଉଦ୍‌ବେଗ ପ୍ରକାଶ କରିଛନ୍ତି। ପୁଲିସ ଏବଂ ପ୍ରଶାସନ ପକ୍ଷରୁ ତଦନ୍ତ ଜାରି ରହିଛି। ଅଭିଯୁକ୍ତମାନଙ୍କୁ ଗିରଫ କରି ଅଦାଲତକୁ ଚାଲାଣ କରାଯାଇଛି। ଏହି ଘଟ — [118, 180, 148, 354]
